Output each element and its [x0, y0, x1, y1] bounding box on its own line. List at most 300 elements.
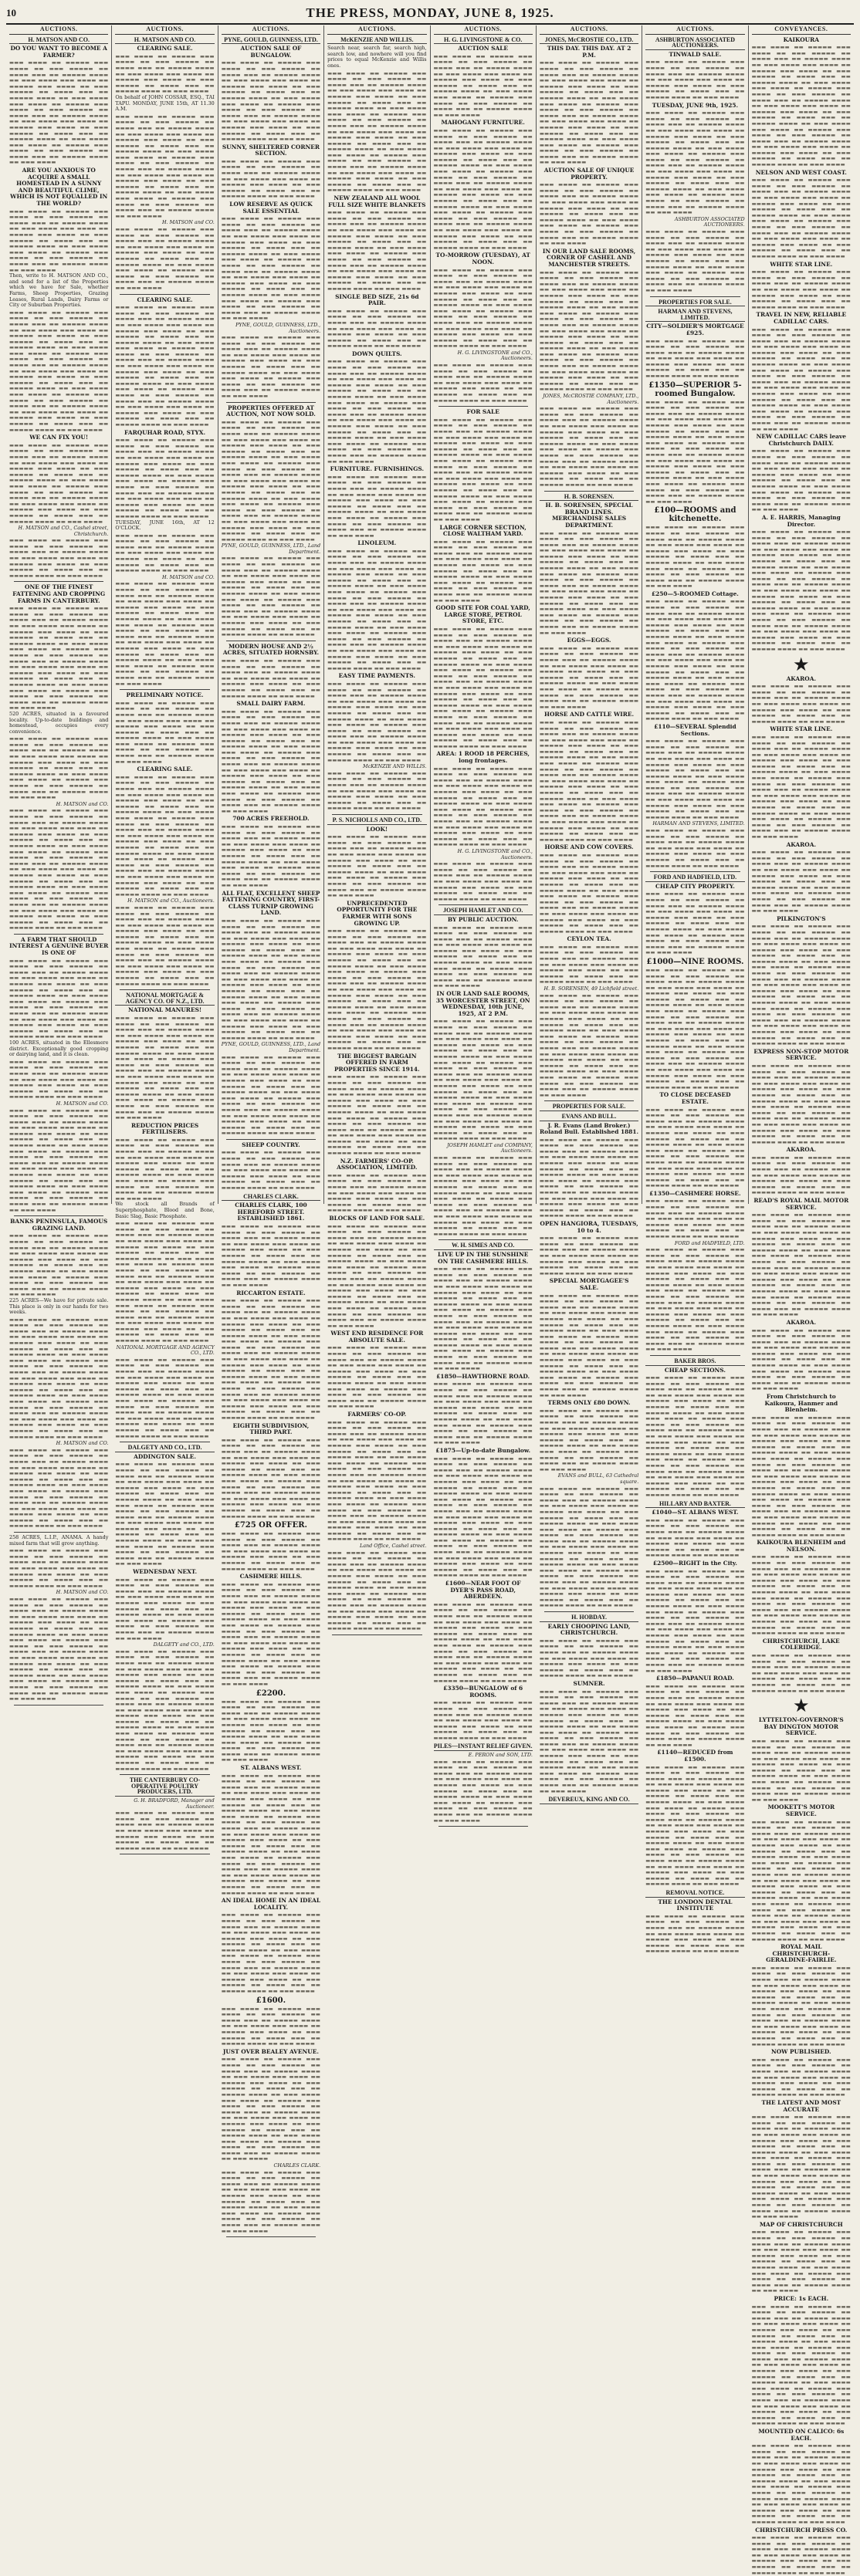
illegible-small-print: ▬▬▬ ▬▬▬▬ ▬▬ ▬▬▬▬▬ ▬▬▬ ▬▬▬▬ ▬▬ ▬▬▬ ▬▬▬▬▬ ▬▬ ▬▬▬▬ ▬▬▬ ▬▬ ▬▬▬▬▬ ▬▬▬▬ ▬▬ ▬▬▬ ▬▬▬▬ ▬▬▬ ▬▬▬▬ ▬▬ ▬▬▬▬▬ ▬▬▬ ▬▬▬▬ ▬▬ ▬▬▬ ▬▬▬▬▬ ▬▬ ▬▬▬▬ ▬▬▬ ▬▬ ▬▬▬▬▬ ▬▬▬▬ ▬▬ ▬▬▬ ▬▬▬▬ ▬▬▬ ▬▬▬▬ ▬▬ ▬▬▬▬▬ ▬▬▬ ▬▬▬▬ ▬▬ ▬▬▬ ▬▬▬▬▬ ▬▬ ▬▬▬▬ ▬▬▬ ▬▬ ▬▬▬▬▬ ▬▬▬▬ ▬▬ ▬▬▬ ▬▬▬▬ ▬▬▬ ▬▬▬▬ ▬▬ ▬▬▬▬▬ ▬▬▬ ▬▬▬▬ ▬▬ ▬▬▬ ▬▬▬▬▬ ▬▬ ▬▬▬▬ ▬▬▬ ▬▬ ▬▬▬▬▬ ▬▬▬▬ ▬▬ ▬▬▬ ▬▬▬▬	[221, 1053, 321, 1137]
ad-signature: H. B. SORENSEN, 49 Lichfield street.	[543, 985, 639, 992]
ad-headline: WHITE STAR LINE.	[770, 725, 833, 733]
illegible-small-print: ▬▬▬ ▬▬▬▬ ▬▬ ▬▬▬▬▬ ▬▬▬ ▬▬▬▬ ▬▬ ▬▬▬ ▬▬▬▬▬ ▬▬ ▬▬▬▬ ▬▬▬ ▬▬ ▬▬▬▬▬ ▬▬▬▬ ▬▬ ▬▬▬ ▬▬▬▬ ▬▬▬ ▬▬▬▬ ▬▬ ▬▬▬▬▬ ▬▬▬ ▬▬▬▬ ▬▬ ▬▬▬ ▬▬▬▬▬ ▬▬ ▬▬▬▬ ▬▬▬ ▬▬ ▬▬▬▬▬ ▬▬▬▬ ▬▬ ▬▬▬ ▬▬▬▬ ▬▬▬ ▬▬▬▬ ▬▬ ▬▬▬▬▬ ▬▬▬ ▬▬▬▬ ▬▬ ▬▬▬ ▬▬▬▬▬ ▬▬ ▬▬▬▬ ▬▬▬ ▬▬ ▬▬▬▬▬ ▬▬▬▬ ▬▬ ▬▬▬ ▬▬▬▬	[433, 52, 533, 118]
illegible-small-print: ▬▬▬ ▬▬▬▬ ▬▬ ▬▬▬▬▬ ▬▬▬ ▬▬▬▬ ▬▬ ▬▬▬ ▬▬▬▬▬ ▬▬ ▬▬▬▬ ▬▬▬ ▬▬ ▬▬▬▬▬ ▬▬▬▬ ▬▬ ▬▬▬ ▬▬▬▬ ▬▬▬ ▬▬▬▬ ▬▬ ▬▬▬▬▬ ▬▬▬ ▬▬▬▬ ▬▬ ▬▬▬ ▬▬▬▬▬ ▬▬ ▬▬▬▬ ▬▬▬ ▬▬ ▬▬▬▬▬ ▬▬▬▬ ▬▬ ▬▬▬ ▬▬▬▬ ▬▬▬ ▬▬▬▬ ▬▬ ▬▬▬▬▬ ▬▬▬ ▬▬▬▬ ▬▬ ▬▬▬ ▬▬▬▬▬ ▬▬ ▬▬▬▬ ▬▬▬ ▬▬ ▬▬▬▬▬ ▬▬▬▬ ▬▬ ▬▬▬ ▬▬▬▬ ▬▬▬ ▬▬▬▬ ▬▬ ▬▬▬▬▬ ▬▬▬ ▬▬▬▬ ▬▬ ▬▬▬ ▬▬▬▬▬ ▬▬ ▬▬▬▬ ▬▬▬ ▬▬ ▬▬▬▬▬ ▬▬▬▬ ▬▬ ▬▬▬ ▬▬▬▬ ▬▬▬ ▬▬▬▬ ▬▬ ▬▬▬▬▬ ▬▬▬ ▬▬▬▬ ▬▬ ▬▬▬ ▬▬▬▬▬ ▬▬ ▬▬▬▬ ▬▬▬ ▬▬ ▬▬▬▬▬ ▬▬▬▬ ▬▬ ▬▬▬ ▬▬▬▬ ▬▬▬ ▬▬▬▬ ▬▬ ▬▬▬▬▬ ▬▬▬ ▬▬▬▬ ▬▬ ▬▬▬ ▬▬▬▬▬ ▬▬ ▬▬▬▬ ▬▬▬ ▬▬ ▬▬▬▬▬ ▬▬▬▬ ▬▬ ▬▬▬ ▬▬▬▬	[115, 304, 215, 428]
illegible-small-print: ▬▬▬ ▬▬▬▬ ▬▬ ▬▬▬▬▬ ▬▬▬ ▬▬▬▬ ▬▬ ▬▬▬ ▬▬▬▬▬ ▬▬ ▬▬▬▬ ▬▬▬ ▬▬ ▬▬▬▬▬ ▬▬▬▬ ▬▬ ▬▬▬ ▬▬▬▬ ▬▬▬ ▬▬▬▬ ▬▬ ▬▬▬▬▬ ▬▬▬ ▬▬▬▬ ▬▬ ▬▬▬ ▬▬▬▬▬ ▬▬ ▬▬▬▬ ▬▬▬ ▬▬ ▬▬▬▬▬ ▬▬▬▬ ▬▬ ▬▬▬ ▬▬▬▬ ▬▬▬ ▬▬▬▬ ▬▬ ▬▬▬▬▬ ▬▬▬ ▬▬▬▬ ▬▬ ▬▬▬ ▬▬▬▬▬ ▬▬ ▬▬▬▬ ▬▬▬ ▬▬ ▬▬▬▬▬ ▬▬▬▬ ▬▬ ▬▬▬ ▬▬▬▬	[327, 473, 427, 539]
column-header: CONVEYANCES.	[752, 25, 851, 35]
advertiser-heading: DEVEREUX, KING AND CO.	[540, 1797, 638, 1804]
ad-divider	[438, 1239, 528, 1240]
ad-signature: H. MATSON and CO.	[56, 1589, 109, 1596]
ad-headline: AREA: 1 ROOD 18 PERCHES, long frontages.	[436, 750, 530, 765]
illegible-small-print: ▬▬▬ ▬▬▬▬ ▬▬ ▬▬▬▬▬ ▬▬▬ ▬▬▬▬ ▬▬ ▬▬▬ ▬▬▬▬▬ ▬▬ ▬▬▬▬ ▬▬▬ ▬▬ ▬▬▬▬▬ ▬▬▬▬ ▬▬ ▬▬▬ ▬▬▬▬ ▬▬▬ ▬▬▬▬ ▬▬ ▬▬▬▬▬ ▬▬▬ ▬▬▬▬ ▬▬ ▬▬▬ ▬▬▬▬▬ ▬▬ ▬▬▬▬ ▬▬▬ ▬▬ ▬▬▬▬▬ ▬▬▬▬ ▬▬ ▬▬▬ ▬▬▬▬ ▬▬▬ ▬▬▬▬ ▬▬ ▬▬▬▬▬ ▬▬▬ ▬▬▬▬ ▬▬ ▬▬▬ ▬▬▬▬▬ ▬▬ ▬▬▬▬ ▬▬▬ ▬▬ ▬▬▬▬▬ ▬▬▬▬ ▬▬ ▬▬▬ ▬▬▬▬ ▬▬▬ ▬▬▬▬ ▬▬ ▬▬▬▬▬ ▬▬▬ ▬▬▬▬ ▬▬ ▬▬▬ ▬▬▬▬▬ ▬▬ ▬▬▬▬ ▬▬▬ ▬▬ ▬▬▬▬▬ ▬▬▬▬ ▬▬ ▬▬▬ ▬▬▬▬	[9, 441, 109, 525]
ad-signature: NATIONAL MORTGAGE AND AGENCY CO., LTD.	[116, 1344, 215, 1357]
illegible-small-print: ▬▬▬ ▬▬▬▬ ▬▬ ▬▬▬▬▬ ▬▬▬ ▬▬▬▬ ▬▬ ▬▬▬ ▬▬▬▬▬ ▬▬ ▬▬▬▬ ▬▬▬ ▬▬ ▬▬▬▬▬ ▬▬▬▬ ▬▬ ▬▬▬ ▬▬▬▬ ▬▬▬ ▬▬▬▬ ▬▬ ▬▬▬▬▬ ▬▬▬ ▬▬▬▬ ▬▬ ▬▬▬ ▬▬▬▬▬ ▬▬ ▬▬▬▬ ▬▬▬ ▬▬ ▬▬▬▬▬ ▬▬▬▬ ▬▬ ▬▬▬ ▬▬▬▬ ▬▬▬ ▬▬▬▬ ▬▬ ▬▬▬▬▬ ▬▬▬ ▬▬▬▬ ▬▬ ▬▬▬ ▬▬▬▬▬ ▬▬ ▬▬▬▬ ▬▬▬ ▬▬ ▬▬▬▬▬ ▬▬▬▬ ▬▬ ▬▬▬ ▬▬▬▬	[433, 1758, 533, 1824]
ad-divider	[14, 581, 103, 582]
illegible-small-print: ▬▬▬ ▬▬▬▬ ▬▬ ▬▬▬▬▬ ▬▬▬ ▬▬▬▬ ▬▬ ▬▬▬ ▬▬▬▬▬ ▬▬ ▬▬▬▬ ▬▬▬ ▬▬ ▬▬▬▬▬ ▬▬▬▬ ▬▬ ▬▬▬ ▬▬▬▬ ▬▬▬ ▬▬▬▬ ▬▬ ▬▬▬▬▬ ▬▬▬ ▬▬▬▬ ▬▬ ▬▬▬ ▬▬▬▬▬ ▬▬ ▬▬▬▬ ▬▬▬ ▬▬ ▬▬▬▬▬ ▬▬▬▬ ▬▬ ▬▬▬ ▬▬▬▬	[433, 860, 533, 902]
illegible-small-print: ▬▬▬ ▬▬▬▬ ▬▬ ▬▬▬▬▬ ▬▬▬ ▬▬▬▬ ▬▬ ▬▬▬ ▬▬▬▬▬ ▬▬ ▬▬▬▬ ▬▬▬ ▬▬ ▬▬▬▬▬ ▬▬▬▬ ▬▬ ▬▬▬ ▬▬▬▬ ▬▬▬ ▬▬▬▬ ▬▬ ▬▬▬▬▬ ▬▬▬ ▬▬▬▬ ▬▬ ▬▬▬ ▬▬▬▬▬ ▬▬ ▬▬▬▬ ▬▬▬ ▬▬ ▬▬▬▬▬ ▬▬▬▬ ▬▬ ▬▬▬ ▬▬▬▬ ▬▬▬ ▬▬▬▬ ▬▬ ▬▬▬▬▬ ▬▬▬ ▬▬▬▬ ▬▬ ▬▬▬ ▬▬▬▬▬ ▬▬ ▬▬▬▬ ▬▬▬ ▬▬ ▬▬▬▬▬ ▬▬▬▬ ▬▬ ▬▬▬ ▬▬▬▬ ▬▬▬ ▬▬▬▬ ▬▬ ▬▬▬▬▬ ▬▬▬ ▬▬▬▬ ▬▬ ▬▬▬ ▬▬▬▬▬ ▬▬ ▬▬▬▬ ▬▬▬ ▬▬ ▬▬▬▬▬ ▬▬▬▬ ▬▬ ▬▬▬ ▬▬▬▬	[751, 1062, 851, 1145]
illegible-small-print: ▬▬▬ ▬▬▬▬ ▬▬ ▬▬▬▬▬ ▬▬▬ ▬▬▬▬ ▬▬ ▬▬▬ ▬▬▬▬▬ ▬▬ ▬▬▬▬ ▬▬▬ ▬▬ ▬▬▬▬▬ ▬▬▬▬ ▬▬ ▬▬▬ ▬▬▬▬ ▬▬▬ ▬▬▬▬ ▬▬ ▬▬▬▬▬ ▬▬▬ ▬▬▬▬ ▬▬ ▬▬▬ ▬▬▬▬▬ ▬▬ ▬▬▬▬ ▬▬▬ ▬▬ ▬▬▬▬▬ ▬▬▬▬ ▬▬ ▬▬▬ ▬▬▬▬ ▬▬▬ ▬▬▬▬ ▬▬ ▬▬▬▬▬ ▬▬▬ ▬▬▬▬ ▬▬ ▬▬▬ ▬▬▬▬▬ ▬▬ ▬▬▬▬ ▬▬▬ ▬▬ ▬▬▬▬▬ ▬▬▬▬ ▬▬ ▬▬▬ ▬▬▬▬	[751, 2229, 851, 2294]
ad-divider	[120, 989, 209, 990]
ad-headline: £725 OR OFFER.	[234, 1521, 307, 1530]
ad-headline: EARLY CHOOPING LAND, CHRISTCHURCH.	[547, 1622, 631, 1637]
illegible-small-print: ▬▬▬ ▬▬▬▬ ▬▬ ▬▬▬▬▬ ▬▬▬ ▬▬▬▬ ▬▬ ▬▬▬ ▬▬▬▬▬ ▬▬ ▬▬▬▬ ▬▬▬ ▬▬ ▬▬▬▬▬ ▬▬▬▬ ▬▬ ▬▬▬ ▬▬▬▬ ▬▬▬ ▬▬▬▬ ▬▬ ▬▬▬▬▬ ▬▬▬ ▬▬▬▬ ▬▬ ▬▬▬ ▬▬▬▬▬ ▬▬ ▬▬▬▬ ▬▬▬ ▬▬ ▬▬▬▬▬ ▬▬▬▬ ▬▬ ▬▬▬ ▬▬▬▬ ▬▬▬ ▬▬▬▬ ▬▬ ▬▬▬▬▬ ▬▬▬ ▬▬▬▬ ▬▬ ▬▬▬ ▬▬▬▬▬ ▬▬ ▬▬▬▬ ▬▬▬ ▬▬ ▬▬▬▬▬ ▬▬▬▬ ▬▬ ▬▬▬ ▬▬▬▬ ▬▬▬ ▬▬▬▬ ▬▬ ▬▬▬▬▬ ▬▬▬ ▬▬▬▬ ▬▬ ▬▬▬ ▬▬▬▬▬ ▬▬ ▬▬▬▬ ▬▬▬ ▬▬ ▬▬▬▬▬ ▬▬▬▬ ▬▬ ▬▬▬ ▬▬▬▬	[221, 1436, 321, 1520]
ad-headline: CITY—SOLDIER'S MORTGAGE £925.	[646, 323, 744, 336]
ad-signature: E. PERON and SON, LTD.	[468, 1752, 533, 1759]
illegible-small-print: ▬▬▬ ▬▬▬▬ ▬▬ ▬▬▬▬▬ ▬▬▬ ▬▬▬▬ ▬▬ ▬▬▬ ▬▬▬▬▬ ▬▬ ▬▬▬▬ ▬▬▬ ▬▬ ▬▬▬▬▬ ▬▬▬▬ ▬▬ ▬▬▬ ▬▬▬▬ ▬▬▬ ▬▬▬▬ ▬▬ ▬▬▬▬▬ ▬▬▬ ▬▬▬▬ ▬▬ ▬▬▬ ▬▬▬▬▬ ▬▬ ▬▬▬▬ ▬▬▬ ▬▬ ▬▬▬▬▬ ▬▬▬▬ ▬▬ ▬▬▬ ▬▬▬▬	[9, 537, 109, 579]
illegible-small-print: ▬▬▬ ▬▬▬▬ ▬▬ ▬▬▬▬▬ ▬▬▬ ▬▬▬▬ ▬▬ ▬▬▬ ▬▬▬▬▬ ▬▬ ▬▬▬▬ ▬▬▬ ▬▬ ▬▬▬▬▬ ▬▬▬▬ ▬▬ ▬▬▬ ▬▬▬▬ ▬▬▬ ▬▬▬▬ ▬▬ ▬▬▬▬▬ ▬▬▬ ▬▬▬▬ ▬▬ ▬▬▬ ▬▬▬▬▬ ▬▬ ▬▬▬▬ ▬▬▬ ▬▬ ▬▬▬▬▬ ▬▬▬▬ ▬▬ ▬▬▬ ▬▬▬▬ ▬▬▬ ▬▬▬▬ ▬▬ ▬▬▬▬▬ ▬▬▬ ▬▬▬▬ ▬▬ ▬▬▬ ▬▬▬▬▬ ▬▬ ▬▬▬▬ ▬▬▬ ▬▬ ▬▬▬▬▬ ▬▬▬▬ ▬▬ ▬▬▬ ▬▬▬▬ ▬▬▬ ▬▬▬▬ ▬▬ ▬▬▬▬▬ ▬▬▬ ▬▬▬▬ ▬▬ ▬▬▬ ▬▬▬▬▬ ▬▬ ▬▬▬▬ ▬▬▬ ▬▬ ▬▬▬▬▬ ▬▬▬▬ ▬▬ ▬▬▬ ▬▬▬▬ ▬▬▬ ▬▬▬▬ ▬▬ ▬▬▬▬▬ ▬▬▬ ▬▬▬▬ ▬▬ ▬▬▬ ▬▬▬▬▬ ▬▬ ▬▬▬▬ ▬▬▬ ▬▬ ▬▬▬▬▬ ▬▬▬▬ ▬▬ ▬▬▬ ▬▬▬▬ ▬▬▬ ▬▬▬▬ ▬▬ ▬▬▬▬▬ ▬▬▬ ▬▬▬▬ ▬▬ ▬▬▬ ▬▬▬▬▬ ▬▬ ▬▬▬▬ ▬▬▬ ▬▬ ▬▬▬▬▬ ▬▬▬▬ ▬▬ ▬▬▬ ▬▬▬▬	[433, 626, 533, 749]
illegible-small-print: ▬▬▬ ▬▬▬▬ ▬▬ ▬▬▬▬▬ ▬▬▬ ▬▬▬▬ ▬▬ ▬▬▬ ▬▬▬▬▬ ▬▬ ▬▬▬▬ ▬▬▬ ▬▬ ▬▬▬▬▬ ▬▬▬▬ ▬▬ ▬▬▬ ▬▬▬▬ ▬▬▬ ▬▬▬▬ ▬▬ ▬▬▬▬▬ ▬▬▬ ▬▬▬▬ ▬▬ ▬▬▬ ▬▬▬▬▬ ▬▬ ▬▬▬▬ ▬▬▬ ▬▬ ▬▬▬▬▬ ▬▬▬▬ ▬▬ ▬▬▬ ▬▬▬▬ ▬▬▬ ▬▬▬▬ ▬▬ ▬▬▬▬▬ ▬▬▬ ▬▬▬▬ ▬▬ ▬▬▬ ▬▬▬▬▬ ▬▬ ▬▬▬▬ ▬▬▬ ▬▬ ▬▬▬▬▬ ▬▬▬▬ ▬▬ ▬▬▬ ▬▬▬▬ ▬▬▬ ▬▬▬▬ ▬▬ ▬▬▬▬▬ ▬▬▬ ▬▬▬▬ ▬▬ ▬▬▬ ▬▬▬▬▬ ▬▬ ▬▬▬▬ ▬▬▬ ▬▬ ▬▬▬▬▬ ▬▬▬▬ ▬▬ ▬▬▬ ▬▬▬▬	[539, 1136, 639, 1219]
ad-divider	[544, 1100, 634, 1101]
ad-divider	[650, 871, 740, 872]
ad-headline: FARQUHAR ROAD, STYX.	[124, 428, 206, 436]
illegible-small-print: ▬▬▬ ▬▬▬▬ ▬▬ ▬▬▬▬▬ ▬▬▬ ▬▬▬▬ ▬▬ ▬▬▬ ▬▬▬▬▬ ▬▬ ▬▬▬▬ ▬▬▬ ▬▬ ▬▬▬▬▬ ▬▬▬▬ ▬▬ ▬▬▬ ▬▬▬▬ ▬▬▬ ▬▬▬▬ ▬▬ ▬▬▬▬▬ ▬▬▬ ▬▬▬▬ ▬▬ ▬▬▬ ▬▬▬▬▬ ▬▬ ▬▬▬▬ ▬▬▬ ▬▬ ▬▬▬▬▬ ▬▬▬▬ ▬▬ ▬▬▬ ▬▬▬▬ ▬▬▬ ▬▬▬▬ ▬▬ ▬▬▬▬▬ ▬▬▬ ▬▬▬▬ ▬▬ ▬▬▬ ▬▬▬▬▬ ▬▬ ▬▬▬▬ ▬▬▬ ▬▬ ▬▬▬▬▬ ▬▬▬▬ ▬▬ ▬▬▬ ▬▬▬▬ ▬▬▬ ▬▬▬▬ ▬▬ ▬▬▬▬▬ ▬▬▬ ▬▬▬▬ ▬▬ ▬▬▬ ▬▬▬▬▬ ▬▬ ▬▬▬▬ ▬▬▬ ▬▬ ▬▬▬▬▬ ▬▬▬▬ ▬▬ ▬▬▬ ▬▬▬▬	[221, 1912, 321, 1995]
illegible-small-print: ▬▬▬ ▬▬▬▬ ▬▬ ▬▬▬▬▬ ▬▬▬ ▬▬▬▬ ▬▬ ▬▬▬ ▬▬▬▬▬ ▬▬ ▬▬▬▬ ▬▬▬ ▬▬ ▬▬▬▬▬ ▬▬▬▬ ▬▬ ▬▬▬ ▬▬▬▬ ▬▬▬ ▬▬▬▬ ▬▬ ▬▬▬▬▬ ▬▬▬ ▬▬▬▬ ▬▬ ▬▬▬ ▬▬▬▬▬ ▬▬ ▬▬▬▬ ▬▬▬ ▬▬ ▬▬▬▬▬ ▬▬▬▬ ▬▬ ▬▬▬ ▬▬▬▬ ▬▬▬ ▬▬▬▬ ▬▬ ▬▬▬▬▬ ▬▬▬ ▬▬▬▬ ▬▬ ▬▬▬ ▬▬▬▬▬ ▬▬ ▬▬▬▬ ▬▬▬ ▬▬ ▬▬▬▬▬ ▬▬▬▬ ▬▬ ▬▬▬ ▬▬▬▬ ▬▬▬ ▬▬▬▬ ▬▬ ▬▬▬▬▬ ▬▬▬ ▬▬▬▬ ▬▬ ▬▬▬ ▬▬▬▬▬ ▬▬ ▬▬▬▬ ▬▬▬ ▬▬ ▬▬▬▬▬ ▬▬▬▬ ▬▬ ▬▬▬ ▬▬▬▬	[751, 1553, 851, 1637]
ad-divider	[438, 1826, 528, 1827]
advertiser-heading: H. MATSON AND CO.	[115, 37, 214, 45]
advertiser-heading: H. MATSON AND CO.	[9, 37, 108, 45]
advertiser-heading: NATIONAL MORTGAGE & AGENCY CO. OF N.Z., LTD.	[115, 992, 214, 1006]
illegible-small-print: ▬▬▬ ▬▬▬▬ ▬▬ ▬▬▬▬▬ ▬▬▬ ▬▬▬▬ ▬▬ ▬▬▬ ▬▬▬▬▬ ▬▬ ▬▬▬▬ ▬▬▬ ▬▬ ▬▬▬▬▬ ▬▬▬▬ ▬▬ ▬▬▬ ▬▬▬▬ ▬▬▬ ▬▬▬▬ ▬▬ ▬▬▬▬▬ ▬▬▬ ▬▬▬▬ ▬▬ ▬▬▬ ▬▬▬▬▬ ▬▬ ▬▬▬▬ ▬▬▬ ▬▬ ▬▬▬▬▬ ▬▬▬▬ ▬▬ ▬▬▬ ▬▬▬▬ ▬▬▬ ▬▬▬▬ ▬▬ ▬▬▬▬▬ ▬▬▬ ▬▬▬▬ ▬▬ ▬▬▬ ▬▬▬▬▬ ▬▬ ▬▬▬▬ ▬▬▬ ▬▬ ▬▬▬▬▬ ▬▬▬▬ ▬▬ ▬▬▬ ▬▬▬▬ ▬▬▬ ▬▬▬▬ ▬▬ ▬▬▬▬▬ ▬▬▬ ▬▬▬▬ ▬▬ ▬▬▬ ▬▬▬▬▬ ▬▬ ▬▬▬▬ ▬▬▬ ▬▬ ▬▬▬▬▬ ▬▬▬▬ ▬▬ ▬▬▬ ▬▬▬▬ ▬▬▬ ▬▬▬▬ ▬▬ ▬▬▬▬▬ ▬▬▬ ▬▬▬▬ ▬▬ ▬▬▬ ▬▬▬▬▬ ▬▬ ▬▬▬▬ ▬▬▬ ▬▬ ▬▬▬▬▬ ▬▬▬▬ ▬▬ ▬▬▬ ▬▬▬▬ ▬▬▬ ▬▬▬▬ ▬▬ ▬▬▬▬▬ ▬▬▬ ▬▬▬▬ ▬▬ ▬▬▬ ▬▬▬▬▬ ▬▬ ▬▬▬▬ ▬▬▬ ▬▬ ▬▬▬▬▬ ▬▬▬▬ ▬▬ ▬▬▬ ▬▬▬▬	[221, 418, 321, 543]
ad-body-text: 258 ACRES, L.I.P., ANAMA. A handy mixed farm that will grow anything.	[9, 1534, 109, 1547]
ad-headline: £1140—REDUCED from £1500.	[657, 1749, 733, 1763]
illegible-small-print: ▬▬▬ ▬▬▬▬ ▬▬ ▬▬▬▬▬ ▬▬▬ ▬▬▬▬ ▬▬ ▬▬▬ ▬▬▬▬▬ ▬▬ ▬▬▬▬ ▬▬▬ ▬▬ ▬▬▬▬▬ ▬▬▬▬ ▬▬ ▬▬▬ ▬▬▬▬ ▬▬▬ ▬▬▬▬ ▬▬ ▬▬▬▬▬ ▬▬▬ ▬▬▬▬ ▬▬ ▬▬▬ ▬▬▬▬▬ ▬▬ ▬▬▬▬ ▬▬▬ ▬▬ ▬▬▬▬▬ ▬▬▬▬ ▬▬ ▬▬▬ ▬▬▬▬ ▬▬▬ ▬▬▬▬ ▬▬ ▬▬▬▬▬ ▬▬▬ ▬▬▬▬ ▬▬ ▬▬▬ ▬▬▬▬▬ ▬▬ ▬▬▬▬ ▬▬▬ ▬▬ ▬▬▬▬▬ ▬▬▬▬ ▬▬ ▬▬▬ ▬▬▬▬	[9, 1232, 109, 1298]
illegible-small-print: ▬▬▬ ▬▬▬▬ ▬▬ ▬▬▬▬▬ ▬▬▬ ▬▬▬▬ ▬▬ ▬▬▬ ▬▬▬▬▬ ▬▬ ▬▬▬▬ ▬▬▬ ▬▬ ▬▬▬▬▬ ▬▬▬▬ ▬▬ ▬▬▬ ▬▬▬▬ ▬▬▬ ▬▬▬▬ ▬▬ ▬▬▬▬▬ ▬▬▬ ▬▬▬▬ ▬▬ ▬▬▬ ▬▬▬▬▬ ▬▬ ▬▬▬▬ ▬▬▬ ▬▬ ▬▬▬▬▬ ▬▬▬▬ ▬▬ ▬▬▬ ▬▬▬▬ ▬▬▬ ▬▬▬▬ ▬▬ ▬▬▬▬▬ ▬▬▬ ▬▬▬▬ ▬▬ ▬▬▬ ▬▬▬▬▬ ▬▬ ▬▬▬▬ ▬▬▬ ▬▬ ▬▬▬▬▬ ▬▬▬▬ ▬▬ ▬▬▬ ▬▬▬▬ ▬▬▬ ▬▬▬▬ ▬▬ ▬▬▬▬▬ ▬▬▬ ▬▬▬▬ ▬▬ ▬▬▬ ▬▬▬▬▬ ▬▬ ▬▬▬▬ ▬▬▬ ▬▬ ▬▬▬▬▬ ▬▬▬▬ ▬▬ ▬▬▬ ▬▬▬▬ ▬▬▬ ▬▬▬▬ ▬▬ ▬▬▬▬▬ ▬▬▬ ▬▬▬▬ ▬▬ ▬▬▬ ▬▬▬▬▬ ▬▬ ▬▬▬▬ ▬▬▬ ▬▬ ▬▬▬▬▬ ▬▬▬▬ ▬▬ ▬▬▬ ▬▬▬▬	[539, 59, 639, 166]
illegible-small-print: ▬▬▬ ▬▬▬▬ ▬▬ ▬▬▬▬▬ ▬▬▬ ▬▬▬▬ ▬▬ ▬▬▬ ▬▬▬▬▬ ▬▬ ▬▬▬▬ ▬▬▬ ▬▬ ▬▬▬▬▬ ▬▬▬▬ ▬▬ ▬▬▬ ▬▬▬▬ ▬▬▬ ▬▬▬▬ ▬▬ ▬▬▬▬▬ ▬▬▬ ▬▬▬▬ ▬▬ ▬▬▬ ▬▬▬▬▬ ▬▬ ▬▬▬▬ ▬▬▬ ▬▬ ▬▬▬▬▬ ▬▬▬▬ ▬▬ ▬▬▬ ▬▬▬▬ ▬▬▬ ▬▬▬▬ ▬▬ ▬▬▬▬▬ ▬▬▬ ▬▬▬▬ ▬▬ ▬▬▬ ▬▬▬▬▬ ▬▬ ▬▬▬▬ ▬▬▬ ▬▬ ▬▬▬▬▬ ▬▬▬▬ ▬▬ ▬▬▬ ▬▬▬▬	[9, 208, 109, 273]
ad-signature: G. H. BRADFORD, Manager and Auctioneer.	[134, 1797, 215, 1810]
ad-divider	[438, 406, 528, 407]
illegible-small-print: ▬▬▬ ▬▬▬▬ ▬▬ ▬▬▬▬▬ ▬▬▬ ▬▬▬▬ ▬▬ ▬▬▬ ▬▬▬▬▬ ▬▬ ▬▬▬▬ ▬▬▬ ▬▬ ▬▬▬▬▬ ▬▬▬▬ ▬▬ ▬▬▬ ▬▬▬▬ ▬▬▬ ▬▬▬▬ ▬▬ ▬▬▬▬▬ ▬▬▬ ▬▬▬▬ ▬▬ ▬▬▬ ▬▬▬▬▬ ▬▬ ▬▬▬▬ ▬▬▬ ▬▬ ▬▬▬▬▬ ▬▬▬▬ ▬▬ ▬▬▬ ▬▬▬▬ ▬▬▬ ▬▬▬▬ ▬▬ ▬▬▬▬▬ ▬▬▬ ▬▬▬▬ ▬▬ ▬▬▬ ▬▬▬▬▬ ▬▬ ▬▬▬▬ ▬▬▬ ▬▬ ▬▬▬▬▬ ▬▬▬▬ ▬▬ ▬▬▬ ▬▬▬▬ ▬▬▬ ▬▬▬▬ ▬▬ ▬▬▬▬▬ ▬▬▬ ▬▬▬▬ ▬▬ ▬▬▬ ▬▬▬▬▬ ▬▬ ▬▬▬▬ ▬▬▬ ▬▬ ▬▬▬▬▬ ▬▬▬▬ ▬▬ ▬▬▬ ▬▬▬▬ ▬▬▬ ▬▬▬▬ ▬▬ ▬▬▬▬▬ ▬▬▬ ▬▬▬▬ ▬▬ ▬▬▬ ▬▬▬▬▬ ▬▬ ▬▬▬▬ ▬▬▬ ▬▬ ▬▬▬▬▬ ▬▬▬▬ ▬▬ ▬▬▬ ▬▬▬▬ ▬▬▬ ▬▬▬▬ ▬▬ ▬▬▬▬▬ ▬▬▬ ▬▬▬▬ ▬▬ ▬▬▬ ▬▬▬▬▬ ▬▬ ▬▬▬▬ ▬▬▬ ▬▬ ▬▬▬▬▬ ▬▬▬▬ ▬▬ ▬▬▬ ▬▬▬▬	[751, 44, 851, 168]
illegible-small-print: ▬▬▬ ▬▬▬▬ ▬▬ ▬▬▬▬▬ ▬▬▬ ▬▬▬▬ ▬▬ ▬▬▬ ▬▬▬▬▬ ▬▬ ▬▬▬▬ ▬▬▬ ▬▬ ▬▬▬▬▬ ▬▬▬▬ ▬▬ ▬▬▬ ▬▬▬▬ ▬▬▬ ▬▬▬▬ ▬▬ ▬▬▬▬▬ ▬▬▬ ▬▬▬▬ ▬▬ ▬▬▬ ▬▬▬▬▬ ▬▬ ▬▬▬▬ ▬▬▬ ▬▬ ▬▬▬▬▬ ▬▬▬▬ ▬▬ ▬▬▬ ▬▬▬▬ ▬▬▬ ▬▬▬▬ ▬▬ ▬▬▬▬▬ ▬▬▬ ▬▬▬▬ ▬▬ ▬▬▬ ▬▬▬▬▬ ▬▬ ▬▬▬▬ ▬▬▬ ▬▬ ▬▬▬▬▬ ▬▬▬▬ ▬▬ ▬▬▬ ▬▬▬▬	[539, 644, 639, 710]
page-number: 10	[6, 7, 16, 19]
illegible-small-print: ▬▬▬ ▬▬▬▬ ▬▬ ▬▬▬▬▬ ▬▬▬ ▬▬▬▬ ▬▬ ▬▬▬ ▬▬▬▬▬ ▬▬ ▬▬▬▬ ▬▬▬ ▬▬ ▬▬▬▬▬ ▬▬▬▬ ▬▬ ▬▬▬ ▬▬▬▬ ▬▬▬ ▬▬▬▬ ▬▬ ▬▬▬▬▬ ▬▬▬ ▬▬▬▬ ▬▬ ▬▬▬ ▬▬▬▬▬ ▬▬ ▬▬▬▬ ▬▬▬ ▬▬ ▬▬▬▬▬ ▬▬▬▬ ▬▬ ▬▬▬ ▬▬▬▬ ▬▬▬ ▬▬▬▬ ▬▬ ▬▬▬▬▬ ▬▬▬ ▬▬▬▬ ▬▬ ▬▬▬ ▬▬▬▬▬ ▬▬ ▬▬▬▬ ▬▬▬ ▬▬ ▬▬▬▬▬ ▬▬▬▬ ▬▬ ▬▬▬ ▬▬▬▬ ▬▬▬ ▬▬▬▬ ▬▬ ▬▬▬▬▬ ▬▬▬ ▬▬▬▬ ▬▬ ▬▬▬ ▬▬▬▬▬ ▬▬ ▬▬▬▬ ▬▬▬ ▬▬ ▬▬▬▬▬ ▬▬▬▬ ▬▬ ▬▬▬ ▬▬▬▬	[433, 1154, 533, 1237]
illegible-small-print: ▬▬▬ ▬▬▬▬ ▬▬ ▬▬▬▬▬ ▬▬▬ ▬▬▬▬ ▬▬ ▬▬▬ ▬▬▬▬▬ ▬▬ ▬▬▬▬ ▬▬▬ ▬▬ ▬▬▬▬▬ ▬▬▬▬ ▬▬ ▬▬▬ ▬▬▬▬ ▬▬▬ ▬▬▬▬ ▬▬ ▬▬▬▬▬ ▬▬▬ ▬▬▬▬ ▬▬ ▬▬▬ ▬▬▬▬▬ ▬▬ ▬▬▬▬ ▬▬▬ ▬▬ ▬▬▬▬▬ ▬▬▬▬ ▬▬ ▬▬▬ ▬▬▬▬ ▬▬▬ ▬▬▬▬ ▬▬ ▬▬▬▬▬ ▬▬▬ ▬▬▬▬ ▬▬ ▬▬▬ ▬▬▬▬▬ ▬▬ ▬▬▬▬ ▬▬▬ ▬▬ ▬▬▬▬▬ ▬▬▬▬ ▬▬ ▬▬▬ ▬▬▬▬ ▬▬▬ ▬▬▬▬ ▬▬ ▬▬▬▬▬ ▬▬▬ ▬▬▬▬ ▬▬ ▬▬▬ ▬▬▬▬▬ ▬▬ ▬▬▬▬ ▬▬▬ ▬▬ ▬▬▬▬▬ ▬▬▬▬ ▬▬ ▬▬▬ ▬▬▬▬ ▬▬▬ ▬▬▬▬ ▬▬ ▬▬▬▬▬ ▬▬▬ ▬▬▬▬ ▬▬ ▬▬▬ ▬▬▬▬▬ ▬▬ ▬▬▬▬ ▬▬▬ ▬▬ ▬▬▬▬▬ ▬▬▬▬ ▬▬ ▬▬▬ ▬▬▬▬	[539, 992, 639, 1098]
ad-headline: CHRISTCHURCH, LAKE COLERIDGE.	[762, 1637, 840, 1651]
ad-divider	[14, 1532, 103, 1533]
illegible-small-print: ▬▬▬ ▬▬▬▬ ▬▬ ▬▬▬▬▬ ▬▬▬ ▬▬▬▬ ▬▬ ▬▬▬ ▬▬▬▬▬ ▬▬ ▬▬▬▬ ▬▬▬ ▬▬ ▬▬▬▬▬ ▬▬▬▬ ▬▬ ▬▬▬ ▬▬▬▬ ▬▬▬ ▬▬▬▬ ▬▬ ▬▬▬▬▬ ▬▬▬ ▬▬▬▬ ▬▬ ▬▬▬ ▬▬▬▬▬ ▬▬ ▬▬▬▬ ▬▬▬ ▬▬ ▬▬▬▬▬ ▬▬▬▬ ▬▬ ▬▬▬ ▬▬▬▬	[539, 943, 639, 985]
illegible-small-print: ▬▬▬ ▬▬▬▬ ▬▬ ▬▬▬▬▬ ▬▬▬ ▬▬▬▬ ▬▬ ▬▬▬ ▬▬▬▬▬ ▬▬ ▬▬▬▬ ▬▬▬ ▬▬ ▬▬▬▬▬ ▬▬▬▬ ▬▬ ▬▬▬ ▬▬▬▬ ▬▬▬ ▬▬▬▬ ▬▬ ▬▬▬▬▬ ▬▬▬ ▬▬▬▬ ▬▬ ▬▬▬ ▬▬▬▬▬ ▬▬ ▬▬▬▬ ▬▬▬ ▬▬ ▬▬▬▬▬ ▬▬▬▬ ▬▬ ▬▬▬ ▬▬▬▬ ▬▬▬ ▬▬▬▬ ▬▬ ▬▬▬▬▬ ▬▬▬ ▬▬▬▬ ▬▬ ▬▬▬ ▬▬▬▬▬ ▬▬ ▬▬▬▬ ▬▬▬ ▬▬ ▬▬▬▬▬ ▬▬▬▬ ▬▬ ▬▬▬ ▬▬▬▬ ▬▬▬ ▬▬▬▬ ▬▬ ▬▬▬▬▬ ▬▬▬ ▬▬▬▬ ▬▬ ▬▬▬ ▬▬▬▬▬ ▬▬ ▬▬▬▬ ▬▬▬ ▬▬ ▬▬▬▬▬ ▬▬▬▬ ▬▬ ▬▬▬ ▬▬▬▬ ▬▬▬ ▬▬▬▬ ▬▬ ▬▬▬▬▬ ▬▬▬ ▬▬▬▬ ▬▬ ▬▬▬ ▬▬▬▬▬ ▬▬ ▬▬▬▬ ▬▬▬ ▬▬ ▬▬▬▬▬ ▬▬▬▬ ▬▬ ▬▬▬ ▬▬▬▬ ▬▬▬ ▬▬▬▬ ▬▬ ▬▬▬▬▬ ▬▬▬ ▬▬▬▬ ▬▬ ▬▬▬ ▬▬▬▬▬ ▬▬ ▬▬▬▬ ▬▬▬ ▬▬ ▬▬▬▬▬ ▬▬▬▬ ▬▬ ▬▬▬ ▬▬▬▬	[751, 2303, 851, 2427]
ad-signature: EVANS and BULL, 63 Cathedral square.	[557, 1472, 639, 1485]
ad-headline: CHEAP SECTIONS.	[664, 1366, 726, 1374]
ad-signature: H. G. LIVINGSTONE and CO., Auctioneers.	[457, 349, 533, 362]
illegible-small-print: ▬▬▬ ▬▬▬▬ ▬▬ ▬▬▬▬▬ ▬▬▬ ▬▬▬▬ ▬▬ ▬▬▬ ▬▬▬▬▬ ▬▬ ▬▬▬▬ ▬▬▬ ▬▬ ▬▬▬▬▬ ▬▬▬▬ ▬▬ ▬▬▬ ▬▬▬▬ ▬▬▬ ▬▬▬▬ ▬▬ ▬▬▬▬▬ ▬▬▬ ▬▬▬▬ ▬▬ ▬▬▬ ▬▬▬▬▬ ▬▬ ▬▬▬▬ ▬▬▬ ▬▬ ▬▬▬▬▬ ▬▬▬▬ ▬▬ ▬▬▬ ▬▬▬▬ ▬▬▬ ▬▬▬▬ ▬▬ ▬▬▬▬▬ ▬▬▬ ▬▬▬▬ ▬▬ ▬▬▬ ▬▬▬▬▬ ▬▬ ▬▬▬▬ ▬▬▬ ▬▬ ▬▬▬▬▬ ▬▬▬▬ ▬▬ ▬▬▬ ▬▬▬▬ ▬▬▬ ▬▬▬▬ ▬▬ ▬▬▬▬▬ ▬▬▬ ▬▬▬▬ ▬▬ ▬▬▬ ▬▬▬▬▬ ▬▬ ▬▬▬▬ ▬▬▬ ▬▬ ▬▬▬▬▬ ▬▬▬▬ ▬▬ ▬▬▬ ▬▬▬▬	[115, 1356, 215, 1439]
ad-headline: FURNITURE. FURNISHINGS.	[330, 465, 425, 473]
illegible-small-print: ▬▬▬ ▬▬▬▬ ▬▬ ▬▬▬▬▬ ▬▬▬ ▬▬▬▬ ▬▬ ▬▬▬ ▬▬▬▬▬ ▬▬ ▬▬▬▬ ▬▬▬ ▬▬ ▬▬▬▬▬ ▬▬▬▬ ▬▬ ▬▬▬ ▬▬▬▬ ▬▬▬ ▬▬▬▬ ▬▬ ▬▬▬▬▬ ▬▬▬ ▬▬▬▬ ▬▬ ▬▬▬ ▬▬▬▬▬ ▬▬ ▬▬▬▬ ▬▬▬ ▬▬ ▬▬▬▬▬ ▬▬▬▬ ▬▬ ▬▬▬ ▬▬▬▬ ▬▬▬ ▬▬▬▬ ▬▬ ▬▬▬▬▬ ▬▬▬ ▬▬▬▬ ▬▬ ▬▬▬ ▬▬▬▬▬ ▬▬ ▬▬▬▬ ▬▬▬ ▬▬ ▬▬▬▬▬ ▬▬▬▬ ▬▬ ▬▬▬ ▬▬▬▬ ▬▬▬ ▬▬▬▬ ▬▬ ▬▬▬▬▬ ▬▬▬ ▬▬▬▬ ▬▬ ▬▬▬ ▬▬▬▬▬ ▬▬ ▬▬▬▬ ▬▬▬ ▬▬ ▬▬▬▬▬ ▬▬▬▬ ▬▬ ▬▬▬ ▬▬▬▬	[645, 738, 745, 820]
ad-headline: CHARLES CLARK, 100 HEREFORD STREET. ESTABLISHED 1861.	[235, 1202, 307, 1222]
ad-headline: PRELIMINARY NOTICE.	[126, 691, 204, 699]
ad-headline: BY PUBLIC AUCTION.	[447, 915, 519, 923]
illegible-small-print: ▬▬▬ ▬▬▬▬ ▬▬ ▬▬▬▬▬ ▬▬▬ ▬▬▬▬ ▬▬ ▬▬▬ ▬▬▬▬▬ ▬▬ ▬▬▬▬ ▬▬▬ ▬▬ ▬▬▬▬▬ ▬▬▬▬ ▬▬ ▬▬▬ ▬▬▬▬ ▬▬▬ ▬▬▬▬ ▬▬ ▬▬▬▬▬ ▬▬▬ ▬▬▬▬ ▬▬ ▬▬▬ ▬▬▬▬▬ ▬▬ ▬▬▬▬ ▬▬▬ ▬▬ ▬▬▬▬▬ ▬▬▬▬ ▬▬ ▬▬▬ ▬▬▬▬ ▬▬▬ ▬▬▬▬ ▬▬ ▬▬▬▬▬ ▬▬▬ ▬▬▬▬ ▬▬ ▬▬▬ ▬▬▬▬▬ ▬▬ ▬▬▬▬ ▬▬▬ ▬▬ ▬▬▬▬▬ ▬▬▬▬ ▬▬ ▬▬▬ ▬▬▬▬	[115, 1576, 215, 1641]
illegible-small-print: ▬▬▬ ▬▬▬▬ ▬▬ ▬▬▬▬▬ ▬▬▬ ▬▬▬▬ ▬▬ ▬▬▬ ▬▬▬▬▬ ▬▬ ▬▬▬▬ ▬▬▬ ▬▬ ▬▬▬▬▬ ▬▬▬▬ ▬▬ ▬▬▬ ▬▬▬▬ ▬▬▬ ▬▬▬▬ ▬▬ ▬▬▬▬▬ ▬▬▬ ▬▬▬▬ ▬▬ ▬▬▬ ▬▬▬▬▬ ▬▬ ▬▬▬▬ ▬▬▬ ▬▬ ▬▬▬▬▬ ▬▬▬▬ ▬▬ ▬▬▬ ▬▬▬▬ ▬▬▬ ▬▬▬▬ ▬▬ ▬▬▬▬▬ ▬▬▬ ▬▬▬▬ ▬▬ ▬▬▬ ▬▬▬▬▬ ▬▬ ▬▬▬▬ ▬▬▬ ▬▬ ▬▬▬▬▬ ▬▬▬▬ ▬▬ ▬▬▬ ▬▬▬▬ ▬▬▬ ▬▬▬▬ ▬▬ ▬▬▬▬▬ ▬▬▬ ▬▬▬▬ ▬▬ ▬▬▬ ▬▬▬▬▬ ▬▬ ▬▬▬▬ ▬▬▬ ▬▬ ▬▬▬▬▬ ▬▬▬▬ ▬▬ ▬▬▬ ▬▬▬▬ ▬▬▬ ▬▬▬▬ ▬▬ ▬▬▬▬▬ ▬▬▬ ▬▬▬▬ ▬▬ ▬▬▬ ▬▬▬▬▬ ▬▬ ▬▬▬▬ ▬▬▬ ▬▬ ▬▬▬▬▬ ▬▬▬▬ ▬▬ ▬▬▬ ▬▬▬▬	[115, 1015, 215, 1121]
illegible-small-print: ▬▬▬ ▬▬▬▬ ▬▬ ▬▬▬▬▬ ▬▬▬ ▬▬▬▬ ▬▬ ▬▬▬ ▬▬▬▬▬ ▬▬ ▬▬▬▬ ▬▬▬ ▬▬ ▬▬▬▬▬ ▬▬▬▬ ▬▬ ▬▬▬ ▬▬▬▬ ▬▬▬ ▬▬▬▬ ▬▬ ▬▬▬▬▬ ▬▬▬ ▬▬▬▬ ▬▬ ▬▬▬ ▬▬▬▬▬ ▬▬ ▬▬▬▬ ▬▬▬ ▬▬ ▬▬▬▬▬ ▬▬▬▬ ▬▬ ▬▬▬ ▬▬▬▬ ▬▬▬ ▬▬▬▬ ▬▬ ▬▬▬▬▬ ▬▬▬ ▬▬▬▬ ▬▬ ▬▬▬ ▬▬▬▬▬ ▬▬ ▬▬▬▬ ▬▬▬ ▬▬ ▬▬▬▬▬ ▬▬▬▬ ▬▬ ▬▬▬ ▬▬▬▬ ▬▬▬ ▬▬▬▬ ▬▬ ▬▬▬▬▬ ▬▬▬ ▬▬▬▬ ▬▬ ▬▬▬ ▬▬▬▬▬ ▬▬ ▬▬▬▬ ▬▬▬ ▬▬ ▬▬▬▬▬ ▬▬▬▬ ▬▬ ▬▬▬ ▬▬▬▬	[539, 851, 639, 935]
illegible-small-print: ▬▬▬ ▬▬▬▬ ▬▬ ▬▬▬▬▬ ▬▬▬ ▬▬▬▬ ▬▬ ▬▬▬ ▬▬▬▬▬ ▬▬ ▬▬▬▬ ▬▬▬ ▬▬ ▬▬▬▬▬ ▬▬▬▬ ▬▬ ▬▬▬ ▬▬▬▬ ▬▬▬ ▬▬▬▬ ▬▬ ▬▬▬▬▬ ▬▬▬ ▬▬▬▬ ▬▬ ▬▬▬ ▬▬▬▬▬ ▬▬ ▬▬▬▬ ▬▬▬ ▬▬ ▬▬▬▬▬ ▬▬▬▬ ▬▬ ▬▬▬ ▬▬▬▬ ▬▬▬ ▬▬▬▬ ▬▬ ▬▬▬▬▬ ▬▬▬ ▬▬▬▬ ▬▬ ▬▬▬ ▬▬▬▬▬ ▬▬ ▬▬▬▬ ▬▬▬ ▬▬ ▬▬▬▬▬ ▬▬▬▬ ▬▬ ▬▬▬ ▬▬▬▬ ▬▬▬ ▬▬▬▬ ▬▬ ▬▬▬▬▬ ▬▬▬ ▬▬▬▬ ▬▬ ▬▬▬ ▬▬▬▬▬ ▬▬ ▬▬▬▬ ▬▬▬ ▬▬ ▬▬▬▬▬ ▬▬▬▬ ▬▬ ▬▬▬ ▬▬▬▬	[433, 765, 533, 848]
illegible-small-print: ▬▬▬ ▬▬▬▬ ▬▬ ▬▬▬▬▬ ▬▬▬ ▬▬▬▬ ▬▬ ▬▬▬ ▬▬▬▬▬ ▬▬ ▬▬▬▬ ▬▬▬ ▬▬ ▬▬▬▬▬ ▬▬▬▬ ▬▬ ▬▬▬ ▬▬▬▬ ▬▬▬ ▬▬▬▬ ▬▬ ▬▬▬▬▬ ▬▬▬ ▬▬▬▬ ▬▬ ▬▬▬ ▬▬▬▬▬ ▬▬ ▬▬▬▬ ▬▬▬ ▬▬ ▬▬▬▬▬ ▬▬▬▬ ▬▬ ▬▬▬ ▬▬▬▬ ▬▬▬ ▬▬▬▬ ▬▬ ▬▬▬▬▬ ▬▬▬ ▬▬▬▬ ▬▬ ▬▬▬ ▬▬▬▬▬ ▬▬ ▬▬▬▬ ▬▬▬ ▬▬ ▬▬▬▬▬ ▬▬▬▬ ▬▬ ▬▬▬ ▬▬▬▬	[221, 2169, 321, 2234]
illegible-small-print: ▬▬▬ ▬▬▬▬ ▬▬ ▬▬▬▬▬ ▬▬▬ ▬▬▬▬ ▬▬ ▬▬▬ ▬▬▬▬▬ ▬▬ ▬▬▬▬ ▬▬▬ ▬▬ ▬▬▬▬▬ ▬▬▬▬ ▬▬ ▬▬▬ ▬▬▬▬ ▬▬▬ ▬▬▬▬ ▬▬ ▬▬▬▬▬ ▬▬▬ ▬▬▬▬ ▬▬ ▬▬▬ ▬▬▬▬▬ ▬▬ ▬▬▬▬ ▬▬▬ ▬▬ ▬▬▬▬▬ ▬▬▬▬ ▬▬ ▬▬▬ ▬▬▬▬	[327, 769, 427, 812]
illegible-small-print: ▬▬▬ ▬▬▬▬ ▬▬ ▬▬▬▬▬ ▬▬▬ ▬▬▬▬ ▬▬ ▬▬▬ ▬▬▬▬▬ ▬▬ ▬▬▬▬ ▬▬▬ ▬▬ ▬▬▬▬▬ ▬▬▬▬ ▬▬ ▬▬▬ ▬▬▬▬ ▬▬▬ ▬▬▬▬ ▬▬ ▬▬▬▬▬ ▬▬▬ ▬▬▬▬ ▬▬ ▬▬▬ ▬▬▬▬▬ ▬▬ ▬▬▬▬ ▬▬▬ ▬▬ ▬▬▬▬▬ ▬▬▬▬ ▬▬ ▬▬▬ ▬▬▬▬	[645, 1198, 745, 1240]
advertiser-heading: BAKER BROS.	[645, 1358, 744, 1366]
column-8	[749, 25, 854, 2576]
ad-headline: KAIKOURA	[783, 35, 819, 43]
ad-headline: FOR SALE	[466, 408, 499, 416]
ad-headline: CEYLON TEA.	[567, 935, 611, 943]
illegible-small-print: ▬▬▬ ▬▬▬▬ ▬▬ ▬▬▬▬▬ ▬▬▬ ▬▬▬▬ ▬▬ ▬▬▬ ▬▬▬▬▬ ▬▬ ▬▬▬▬ ▬▬▬ ▬▬ ▬▬▬▬▬ ▬▬▬▬ ▬▬ ▬▬▬ ▬▬▬▬ ▬▬▬ ▬▬▬▬ ▬▬ ▬▬▬▬▬ ▬▬▬ ▬▬▬▬ ▬▬ ▬▬▬ ▬▬▬▬▬ ▬▬ ▬▬▬▬ ▬▬▬ ▬▬ ▬▬▬▬▬ ▬▬▬▬ ▬▬ ▬▬▬ ▬▬▬▬	[751, 1651, 851, 1694]
ad-headline: CHEAP CITY PROPERTY.	[655, 882, 735, 890]
illegible-small-print: ▬▬▬ ▬▬▬▬ ▬▬ ▬▬▬▬▬ ▬▬▬ ▬▬▬▬ ▬▬ ▬▬▬ ▬▬▬▬▬ ▬▬ ▬▬▬▬ ▬▬▬ ▬▬ ▬▬▬▬▬ ▬▬▬▬ ▬▬ ▬▬▬ ▬▬▬▬ ▬▬▬ ▬▬▬▬ ▬▬ ▬▬▬▬▬ ▬▬▬ ▬▬▬▬ ▬▬ ▬▬▬ ▬▬▬▬▬ ▬▬ ▬▬▬▬ ▬▬▬ ▬▬ ▬▬▬▬▬ ▬▬▬▬ ▬▬ ▬▬▬ ▬▬▬▬ ▬▬▬ ▬▬▬▬ ▬▬ ▬▬▬▬▬ ▬▬▬ ▬▬▬▬ ▬▬ ▬▬▬ ▬▬▬▬▬ ▬▬ ▬▬▬▬ ▬▬▬ ▬▬ ▬▬▬▬▬ ▬▬▬▬ ▬▬ ▬▬▬ ▬▬▬▬	[327, 1344, 427, 1410]
illegible-small-print: ▬▬▬ ▬▬▬▬ ▬▬ ▬▬▬▬▬ ▬▬▬ ▬▬▬▬ ▬▬ ▬▬▬ ▬▬▬▬▬ ▬▬ ▬▬▬▬ ▬▬▬ ▬▬ ▬▬▬▬▬ ▬▬▬▬ ▬▬ ▬▬▬ ▬▬▬▬ ▬▬▬ ▬▬▬▬ ▬▬ ▬▬▬▬▬ ▬▬▬ ▬▬▬▬ ▬▬ ▬▬▬ ▬▬▬▬▬ ▬▬ ▬▬▬▬ ▬▬▬ ▬▬ ▬▬▬▬▬ ▬▬▬▬ ▬▬ ▬▬▬ ▬▬▬▬ ▬▬▬ ▬▬▬▬ ▬▬ ▬▬▬▬▬ ▬▬▬ ▬▬▬▬ ▬▬ ▬▬▬ ▬▬▬▬▬ ▬▬ ▬▬▬▬ ▬▬▬ ▬▬ ▬▬▬▬▬ ▬▬▬▬ ▬▬ ▬▬▬ ▬▬▬▬ ▬▬▬ ▬▬▬▬ ▬▬ ▬▬▬▬▬ ▬▬▬ ▬▬▬▬ ▬▬ ▬▬▬ ▬▬▬▬▬ ▬▬ ▬▬▬▬ ▬▬▬ ▬▬ ▬▬▬▬▬ ▬▬▬▬ ▬▬ ▬▬▬ ▬▬▬▬ ▬▬▬ ▬▬▬▬ ▬▬ ▬▬▬▬▬ ▬▬▬ ▬▬▬▬ ▬▬ ▬▬▬ ▬▬▬▬▬ ▬▬ ▬▬▬▬ ▬▬▬ ▬▬ ▬▬▬▬▬ ▬▬▬▬ ▬▬ ▬▬▬ ▬▬▬▬	[221, 215, 321, 322]
illegible-small-print: ▬▬▬ ▬▬▬▬ ▬▬ ▬▬▬▬▬ ▬▬▬ ▬▬▬▬ ▬▬ ▬▬▬ ▬▬▬▬▬ ▬▬ ▬▬▬▬ ▬▬▬ ▬▬ ▬▬▬▬▬ ▬▬▬▬ ▬▬ ▬▬▬ ▬▬▬▬ ▬▬▬ ▬▬▬▬ ▬▬ ▬▬▬▬▬ ▬▬▬ ▬▬▬▬ ▬▬ ▬▬▬ ▬▬▬▬▬ ▬▬ ▬▬▬▬ ▬▬▬ ▬▬ ▬▬▬▬▬ ▬▬▬▬ ▬▬ ▬▬▬ ▬▬▬▬ ▬▬▬ ▬▬▬▬ ▬▬ ▬▬▬▬▬ ▬▬▬ ▬▬▬▬ ▬▬ ▬▬▬ ▬▬▬▬▬ ▬▬ ▬▬▬▬ ▬▬▬ ▬▬ ▬▬▬▬▬ ▬▬▬▬ ▬▬ ▬▬▬ ▬▬▬▬ ▬▬▬ ▬▬▬▬ ▬▬ ▬▬▬▬▬ ▬▬▬ ▬▬▬▬ ▬▬ ▬▬▬ ▬▬▬▬▬ ▬▬ ▬▬▬▬ ▬▬▬ ▬▬ ▬▬▬▬▬ ▬▬▬▬ ▬▬ ▬▬▬ ▬▬▬▬	[327, 1549, 427, 1632]
ad-headline: WEDNESDAY NEXT.	[133, 1568, 198, 1576]
ad-headline: TO-MORROW (TUESDAY), AT NOON.	[435, 252, 530, 265]
illegible-small-print: ▬▬▬ ▬▬▬▬ ▬▬ ▬▬▬▬▬ ▬▬▬ ▬▬▬▬ ▬▬ ▬▬▬ ▬▬▬▬▬ ▬▬ ▬▬▬▬ ▬▬▬ ▬▬ ▬▬▬▬▬ ▬▬▬▬ ▬▬ ▬▬▬ ▬▬▬▬ ▬▬▬ ▬▬▬▬ ▬▬ ▬▬▬▬▬ ▬▬▬ ▬▬▬▬ ▬▬ ▬▬▬ ▬▬▬▬▬ ▬▬ ▬▬▬▬ ▬▬▬ ▬▬ ▬▬▬▬▬ ▬▬▬▬ ▬▬ ▬▬▬ ▬▬▬▬ ▬▬▬ ▬▬▬▬ ▬▬ ▬▬▬▬▬ ▬▬▬ ▬▬▬▬ ▬▬ ▬▬▬ ▬▬▬▬▬ ▬▬ ▬▬▬▬ ▬▬▬ ▬▬ ▬▬▬▬▬ ▬▬▬▬ ▬▬ ▬▬▬ ▬▬▬▬ ▬▬▬ ▬▬▬▬ ▬▬ ▬▬▬▬▬ ▬▬▬ ▬▬▬▬ ▬▬ ▬▬▬ ▬▬▬▬▬ ▬▬ ▬▬▬▬ ▬▬▬ ▬▬ ▬▬▬▬▬ ▬▬▬▬ ▬▬ ▬▬▬ ▬▬▬▬ ▬▬▬ ▬▬▬▬ ▬▬ ▬▬▬▬▬ ▬▬▬ ▬▬▬▬ ▬▬ ▬▬▬ ▬▬▬▬▬ ▬▬ ▬▬▬▬ ▬▬▬ ▬▬ ▬▬▬▬▬ ▬▬▬▬ ▬▬ ▬▬▬ ▬▬▬▬	[539, 1688, 639, 1794]
illegible-small-print: ▬▬▬ ▬▬▬▬ ▬▬ ▬▬▬▬▬ ▬▬▬ ▬▬▬▬ ▬▬ ▬▬▬ ▬▬▬▬▬ ▬▬ ▬▬▬▬ ▬▬▬ ▬▬ ▬▬▬▬▬ ▬▬▬▬ ▬▬ ▬▬▬ ▬▬▬▬ ▬▬▬ ▬▬▬▬ ▬▬ ▬▬▬▬▬ ▬▬▬ ▬▬▬▬ ▬▬ ▬▬▬ ▬▬▬▬▬ ▬▬ ▬▬▬▬ ▬▬▬ ▬▬ ▬▬▬▬▬ ▬▬▬▬ ▬▬ ▬▬▬ ▬▬▬▬ ▬▬▬ ▬▬▬▬ ▬▬ ▬▬▬▬▬ ▬▬▬ ▬▬▬▬ ▬▬ ▬▬▬ ▬▬▬▬▬ ▬▬ ▬▬▬▬ ▬▬▬ ▬▬ ▬▬▬▬▬ ▬▬▬▬ ▬▬ ▬▬▬ ▬▬▬▬ ▬▬▬ ▬▬▬▬ ▬▬ ▬▬▬▬▬ ▬▬▬ ▬▬▬▬ ▬▬ ▬▬▬ ▬▬▬▬▬ ▬▬ ▬▬▬▬ ▬▬▬ ▬▬ ▬▬▬▬▬ ▬▬▬▬ ▬▬ ▬▬▬ ▬▬▬▬ ▬▬▬ ▬▬▬▬ ▬▬ ▬▬▬▬▬ ▬▬▬ ▬▬▬▬ ▬▬ ▬▬▬ ▬▬▬▬▬ ▬▬ ▬▬▬▬ ▬▬▬ ▬▬ ▬▬▬▬▬ ▬▬▬▬ ▬▬ ▬▬▬ ▬▬▬▬ ▬▬▬ ▬▬▬▬ ▬▬ ▬▬▬▬▬ ▬▬▬ ▬▬▬▬ ▬▬ ▬▬▬ ▬▬▬▬▬ ▬▬ ▬▬▬▬ ▬▬▬ ▬▬ ▬▬▬▬▬ ▬▬▬▬ ▬▬ ▬▬▬ ▬▬▬▬	[221, 1297, 321, 1421]
illegible-small-print: ▬▬▬ ▬▬▬▬ ▬▬ ▬▬▬▬▬ ▬▬▬ ▬▬▬▬ ▬▬ ▬▬▬ ▬▬▬▬▬ ▬▬ ▬▬▬▬ ▬▬▬ ▬▬ ▬▬▬▬▬ ▬▬▬▬ ▬▬ ▬▬▬ ▬▬▬▬ ▬▬▬ ▬▬▬▬ ▬▬ ▬▬▬▬▬ ▬▬▬ ▬▬▬▬ ▬▬ ▬▬▬ ▬▬▬▬▬ ▬▬ ▬▬▬▬ ▬▬▬ ▬▬ ▬▬▬▬▬ ▬▬▬▬ ▬▬ ▬▬▬ ▬▬▬▬	[327, 307, 427, 350]
advertiser-heading: FORD AND HADFIELD, LTD.	[645, 874, 744, 882]
ad-headline: NEW ZEALAND ALL WOOL FULL SIZE WHITE BLANKETS	[328, 194, 426, 208]
advertiser-heading: DALGETY AND CO., LTD.	[115, 1445, 214, 1452]
ad-headline: EXPRESS NON-STOP MOTOR SERVICE.	[753, 1047, 849, 1062]
ad-headline: EGGS—EGGS.	[567, 637, 611, 644]
illegible-small-print: ▬▬▬ ▬▬▬▬ ▬▬ ▬▬▬▬▬ ▬▬▬ ▬▬▬▬ ▬▬ ▬▬▬ ▬▬▬▬▬ ▬▬ ▬▬▬▬ ▬▬▬ ▬▬ ▬▬▬▬▬ ▬▬▬▬ ▬▬ ▬▬▬ ▬▬▬▬ ▬▬▬ ▬▬▬▬ ▬▬ ▬▬▬▬▬ ▬▬▬ ▬▬▬▬ ▬▬ ▬▬▬ ▬▬▬▬▬ ▬▬ ▬▬▬▬ ▬▬▬ ▬▬ ▬▬▬▬▬ ▬▬▬▬ ▬▬ ▬▬▬ ▬▬▬▬ ▬▬▬ ▬▬▬▬ ▬▬ ▬▬▬▬▬ ▬▬▬ ▬▬▬▬ ▬▬ ▬▬▬ ▬▬▬▬▬ ▬▬ ▬▬▬▬ ▬▬▬ ▬▬ ▬▬▬▬▬ ▬▬▬▬ ▬▬ ▬▬▬ ▬▬▬▬ ▬▬▬ ▬▬▬▬ ▬▬ ▬▬▬▬▬ ▬▬▬ ▬▬▬▬ ▬▬ ▬▬▬ ▬▬▬▬▬ ▬▬ ▬▬▬▬ ▬▬▬ ▬▬ ▬▬▬▬▬ ▬▬▬▬ ▬▬ ▬▬▬ ▬▬▬▬ ▬▬▬ ▬▬▬▬ ▬▬ ▬▬▬▬▬ ▬▬▬ ▬▬▬▬ ▬▬ ▬▬▬ ▬▬▬▬▬ ▬▬ ▬▬▬▬ ▬▬▬ ▬▬ ▬▬▬▬▬ ▬▬▬▬ ▬▬ ▬▬▬ ▬▬▬▬	[9, 605, 109, 712]
illegible-small-print: ▬▬▬ ▬▬▬▬ ▬▬ ▬▬▬▬▬ ▬▬▬ ▬▬▬▬ ▬▬ ▬▬▬ ▬▬▬▬▬ ▬▬ ▬▬▬▬ ▬▬▬ ▬▬ ▬▬▬▬▬ ▬▬▬▬ ▬▬ ▬▬▬ ▬▬▬▬ ▬▬▬ ▬▬▬▬ ▬▬ ▬▬▬▬▬ ▬▬▬ ▬▬▬▬ ▬▬ ▬▬▬ ▬▬▬▬▬ ▬▬ ▬▬▬▬ ▬▬▬ ▬▬ ▬▬▬▬▬ ▬▬▬▬ ▬▬ ▬▬▬ ▬▬▬▬ ▬▬▬ ▬▬▬▬ ▬▬ ▬▬▬▬▬ ▬▬▬ ▬▬▬▬ ▬▬ ▬▬▬ ▬▬▬▬▬ ▬▬ ▬▬▬▬ ▬▬▬ ▬▬ ▬▬▬▬▬ ▬▬▬▬ ▬▬ ▬▬▬ ▬▬▬▬ ▬▬▬ ▬▬▬▬ ▬▬ ▬▬▬▬▬ ▬▬▬ ▬▬▬▬ ▬▬ ▬▬▬ ▬▬▬▬▬ ▬▬ ▬▬▬▬ ▬▬▬ ▬▬ ▬▬▬▬▬ ▬▬▬▬ ▬▬ ▬▬▬ ▬▬▬▬ ▬▬▬ ▬▬▬▬ ▬▬ ▬▬▬▬▬ ▬▬▬ ▬▬▬▬ ▬▬ ▬▬▬ ▬▬▬▬▬ ▬▬ ▬▬▬▬ ▬▬▬ ▬▬ ▬▬▬▬▬ ▬▬▬▬ ▬▬ ▬▬▬ ▬▬▬▬ ▬▬▬ ▬▬▬▬ ▬▬ ▬▬▬▬▬ ▬▬▬ ▬▬▬▬ ▬▬ ▬▬▬ ▬▬▬▬▬ ▬▬ ▬▬▬▬ ▬▬▬ ▬▬ ▬▬▬▬▬ ▬▬▬▬ ▬▬ ▬▬▬ ▬▬▬▬	[645, 1374, 745, 1498]
column-header: AUCTIONS.	[327, 25, 426, 35]
ad-divider	[14, 934, 103, 935]
ad-headline: £1600—NEAR FOOT OF DYER'S PASS ROAD, ABERDEEN.	[445, 1580, 521, 1601]
illegible-small-print: ▬▬▬ ▬▬▬▬ ▬▬ ▬▬▬▬▬ ▬▬▬ ▬▬▬▬ ▬▬ ▬▬▬ ▬▬▬▬▬ ▬▬ ▬▬▬▬ ▬▬▬ ▬▬ ▬▬▬▬▬ ▬▬▬▬ ▬▬ ▬▬▬ ▬▬▬▬ ▬▬▬ ▬▬▬▬ ▬▬ ▬▬▬▬▬ ▬▬▬ ▬▬▬▬ ▬▬ ▬▬▬ ▬▬▬▬▬ ▬▬ ▬▬▬▬ ▬▬▬ ▬▬ ▬▬▬▬▬ ▬▬▬▬ ▬▬ ▬▬▬ ▬▬▬▬ ▬▬▬ ▬▬▬▬ ▬▬ ▬▬▬▬▬ ▬▬▬ ▬▬▬▬ ▬▬ ▬▬▬ ▬▬▬▬▬ ▬▬ ▬▬▬▬ ▬▬▬ ▬▬ ▬▬▬▬▬ ▬▬▬▬ ▬▬ ▬▬▬ ▬▬▬▬ ▬▬▬ ▬▬▬▬ ▬▬ ▬▬▬▬▬ ▬▬▬ ▬▬▬▬ ▬▬ ▬▬▬ ▬▬▬▬▬ ▬▬ ▬▬▬▬ ▬▬▬ ▬▬ ▬▬▬▬▬ ▬▬▬▬ ▬▬ ▬▬▬ ▬▬▬▬ ▬▬▬ ▬▬▬▬ ▬▬ ▬▬▬▬▬ ▬▬▬ ▬▬▬▬ ▬▬ ▬▬▬ ▬▬▬▬▬ ▬▬ ▬▬▬▬ ▬▬▬ ▬▬ ▬▬▬▬▬ ▬▬▬▬ ▬▬ ▬▬▬ ▬▬▬▬ ▬▬▬ ▬▬▬▬ ▬▬ ▬▬▬▬▬ ▬▬▬ ▬▬▬▬ ▬▬ ▬▬▬ ▬▬▬▬▬ ▬▬ ▬▬▬▬ ▬▬▬ ▬▬ ▬▬▬▬▬ ▬▬▬▬ ▬▬ ▬▬▬ ▬▬▬▬	[751, 1414, 851, 1538]
illegible-small-print: ▬▬▬ ▬▬▬▬ ▬▬ ▬▬▬▬▬ ▬▬▬ ▬▬▬▬ ▬▬ ▬▬▬ ▬▬▬▬▬ ▬▬ ▬▬▬▬ ▬▬▬ ▬▬ ▬▬▬▬▬ ▬▬▬▬ ▬▬ ▬▬▬ ▬▬▬▬ ▬▬▬ ▬▬▬▬ ▬▬ ▬▬▬▬▬ ▬▬▬ ▬▬▬▬ ▬▬ ▬▬▬ ▬▬▬▬▬ ▬▬ ▬▬▬▬ ▬▬▬ ▬▬ ▬▬▬▬▬ ▬▬▬▬ ▬▬ ▬▬▬ ▬▬▬▬ ▬▬▬ ▬▬▬▬ ▬▬ ▬▬▬▬▬ ▬▬▬ ▬▬▬▬ ▬▬ ▬▬▬ ▬▬▬▬▬ ▬▬ ▬▬▬▬ ▬▬▬ ▬▬ ▬▬▬▬▬ ▬▬▬▬ ▬▬ ▬▬▬ ▬▬▬▬ ▬▬▬ ▬▬▬▬ ▬▬ ▬▬▬▬▬ ▬▬▬ ▬▬▬▬ ▬▬ ▬▬▬ ▬▬▬▬▬ ▬▬ ▬▬▬▬ ▬▬▬ ▬▬ ▬▬▬▬▬ ▬▬▬▬ ▬▬ ▬▬▬ ▬▬▬▬ ▬▬▬ ▬▬▬▬ ▬▬ ▬▬▬▬▬ ▬▬▬ ▬▬▬▬ ▬▬ ▬▬▬ ▬▬▬▬▬ ▬▬ ▬▬▬▬ ▬▬▬ ▬▬ ▬▬▬▬▬ ▬▬▬▬ ▬▬ ▬▬▬ ▬▬▬▬	[221, 1580, 321, 1687]
ad-signature: ASHBURTON ASSOCIATED AUCTIONEERS.	[674, 215, 745, 228]
illegible-small-print: ▬▬▬ ▬▬▬▬ ▬▬ ▬▬▬▬▬ ▬▬▬ ▬▬▬▬ ▬▬ ▬▬▬ ▬▬▬▬▬ ▬▬ ▬▬▬▬ ▬▬▬ ▬▬ ▬▬▬▬▬ ▬▬▬▬ ▬▬ ▬▬▬ ▬▬▬▬ ▬▬▬ ▬▬▬▬ ▬▬ ▬▬▬▬▬ ▬▬▬ ▬▬▬▬ ▬▬ ▬▬▬ ▬▬▬▬▬ ▬▬ ▬▬▬▬ ▬▬▬ ▬▬ ▬▬▬▬▬ ▬▬▬▬ ▬▬ ▬▬▬ ▬▬▬▬ ▬▬▬ ▬▬▬▬ ▬▬ ▬▬▬▬▬ ▬▬▬ ▬▬▬▬ ▬▬ ▬▬▬ ▬▬▬▬▬ ▬▬ ▬▬▬▬ ▬▬▬ ▬▬ ▬▬▬▬▬ ▬▬▬▬ ▬▬ ▬▬▬ ▬▬▬▬ ▬▬▬ ▬▬▬▬ ▬▬ ▬▬▬▬▬ ▬▬▬ ▬▬▬▬ ▬▬ ▬▬▬ ▬▬▬▬▬ ▬▬ ▬▬▬▬ ▬▬▬ ▬▬ ▬▬▬▬▬ ▬▬▬▬ ▬▬ ▬▬▬ ▬▬▬▬	[433, 1601, 533, 1684]
ad-headline: WHITE STAR LINE.	[770, 260, 833, 268]
ad-headline: £2200.	[256, 1689, 286, 1698]
illegible-small-print: ▬▬▬ ▬▬▬▬ ▬▬ ▬▬▬▬▬ ▬▬▬ ▬▬▬▬ ▬▬ ▬▬▬ ▬▬▬▬▬ ▬▬ ▬▬▬▬ ▬▬▬ ▬▬ ▬▬▬▬▬ ▬▬▬▬ ▬▬ ▬▬▬ ▬▬▬▬ ▬▬▬ ▬▬▬▬ ▬▬ ▬▬▬▬▬ ▬▬▬ ▬▬▬▬ ▬▬ ▬▬▬ ▬▬▬▬▬ ▬▬ ▬▬▬▬ ▬▬▬ ▬▬ ▬▬▬▬▬ ▬▬▬▬ ▬▬ ▬▬▬ ▬▬▬▬ ▬▬▬ ▬▬▬▬ ▬▬ ▬▬▬▬▬ ▬▬▬ ▬▬▬▬ ▬▬ ▬▬▬ ▬▬▬▬▬ ▬▬ ▬▬▬▬ ▬▬▬ ▬▬ ▬▬▬▬▬ ▬▬▬▬ ▬▬ ▬▬▬ ▬▬▬▬ ▬▬▬ ▬▬▬▬ ▬▬ ▬▬▬▬▬ ▬▬▬ ▬▬▬▬ ▬▬ ▬▬▬ ▬▬▬▬▬ ▬▬ ▬▬▬▬ ▬▬▬ ▬▬ ▬▬▬▬▬ ▬▬▬▬ ▬▬ ▬▬▬ ▬▬▬▬	[327, 680, 427, 763]
ad-headline: NEW CADILLAC CARS leave Christchurch DAILY.	[756, 433, 846, 447]
ad-headline: AN IDEAL HOME IN AN IDEAL LOCALITY.	[221, 1897, 321, 1911]
ad-headline: THE BIGGEST BARGAIN OFFERED IN FARM PROPERTIES SINCE 1914.	[334, 1052, 420, 1073]
ad-headline: THE LONDON DENTAL INSTITUTE	[658, 1898, 733, 1912]
ad-headline: TINWALD SALE.	[669, 50, 722, 58]
ad-signature: FORD and HADFIELD, LTD.	[674, 1239, 745, 1246]
ad-divider	[226, 402, 316, 403]
illegible-small-print: ▬▬▬ ▬▬▬▬ ▬▬ ▬▬▬▬▬ ▬▬▬ ▬▬▬▬ ▬▬ ▬▬▬ ▬▬▬▬▬ ▬▬ ▬▬▬▬ ▬▬▬ ▬▬ ▬▬▬▬▬ ▬▬▬▬ ▬▬ ▬▬▬ ▬▬▬▬ ▬▬▬ ▬▬▬▬ ▬▬ ▬▬▬▬▬ ▬▬▬ ▬▬▬▬ ▬▬ ▬▬▬ ▬▬▬▬▬ ▬▬ ▬▬▬▬ ▬▬▬ ▬▬ ▬▬▬▬▬ ▬▬▬▬ ▬▬ ▬▬▬ ▬▬▬▬	[751, 2534, 851, 2576]
illegible-small-print: ▬▬▬ ▬▬▬▬ ▬▬ ▬▬▬▬▬ ▬▬▬ ▬▬▬▬ ▬▬ ▬▬▬ ▬▬▬▬▬ ▬▬ ▬▬▬▬ ▬▬▬ ▬▬ ▬▬▬▬▬ ▬▬▬▬ ▬▬ ▬▬▬ ▬▬▬▬ ▬▬▬ ▬▬▬▬ ▬▬ ▬▬▬▬▬ ▬▬▬ ▬▬▬▬ ▬▬ ▬▬▬ ▬▬▬▬▬ ▬▬ ▬▬▬▬ ▬▬▬ ▬▬ ▬▬▬▬▬ ▬▬▬▬ ▬▬ ▬▬▬ ▬▬▬▬ ▬▬▬ ▬▬▬▬ ▬▬ ▬▬▬▬▬ ▬▬▬ ▬▬▬▬ ▬▬ ▬▬▬ ▬▬▬▬▬ ▬▬ ▬▬▬▬ ▬▬▬ ▬▬ ▬▬▬▬▬ ▬▬▬▬ ▬▬ ▬▬▬ ▬▬▬▬ ▬▬▬ ▬▬▬▬ ▬▬ ▬▬▬▬▬ ▬▬▬ ▬▬▬▬ ▬▬ ▬▬▬ ▬▬▬▬▬ ▬▬ ▬▬▬▬ ▬▬▬ ▬▬ ▬▬▬▬▬ ▬▬▬▬ ▬▬ ▬▬▬ ▬▬▬▬ ▬▬▬ ▬▬▬▬ ▬▬ ▬▬▬▬▬ ▬▬▬ ▬▬▬▬ ▬▬ ▬▬▬ ▬▬▬▬▬ ▬▬ ▬▬▬▬ ▬▬▬ ▬▬ ▬▬▬▬▬ ▬▬▬▬ ▬▬ ▬▬▬ ▬▬▬▬ ▬▬▬ ▬▬▬▬ ▬▬ ▬▬▬▬▬ ▬▬▬ ▬▬▬▬ ▬▬ ▬▬▬ ▬▬▬▬▬ ▬▬ ▬▬▬▬ ▬▬▬ ▬▬ ▬▬▬▬▬ ▬▬▬▬ ▬▬ ▬▬▬ ▬▬▬▬	[327, 69, 427, 194]
ad-divider	[120, 1774, 209, 1775]
illegible-small-print: ▬▬▬ ▬▬▬▬ ▬▬ ▬▬▬▬▬ ▬▬▬ ▬▬▬▬ ▬▬ ▬▬▬ ▬▬▬▬▬ ▬▬ ▬▬▬▬ ▬▬▬ ▬▬ ▬▬▬▬▬ ▬▬▬▬ ▬▬ ▬▬▬ ▬▬▬▬ ▬▬▬ ▬▬▬▬ ▬▬ ▬▬▬▬▬ ▬▬▬ ▬▬▬▬ ▬▬ ▬▬▬ ▬▬▬▬▬ ▬▬ ▬▬▬▬ ▬▬▬ ▬▬ ▬▬▬▬▬ ▬▬▬▬ ▬▬ ▬▬▬ ▬▬▬▬	[539, 1235, 639, 1276]
ad-divider	[544, 1611, 634, 1612]
advertiser-heading: PROPERTIES FOR SALE.	[540, 1104, 638, 1111]
illegible-small-print: ▬▬▬ ▬▬▬▬ ▬▬ ▬▬▬▬▬ ▬▬▬ ▬▬▬▬ ▬▬ ▬▬▬ ▬▬▬▬▬ ▬▬ ▬▬▬▬ ▬▬▬ ▬▬ ▬▬▬▬▬ ▬▬▬▬ ▬▬ ▬▬▬ ▬▬▬▬ ▬▬▬ ▬▬▬▬ ▬▬ ▬▬▬▬▬ ▬▬▬ ▬▬▬▬ ▬▬ ▬▬▬ ▬▬▬▬▬ ▬▬ ▬▬▬▬ ▬▬▬ ▬▬ ▬▬▬▬▬ ▬▬▬▬ ▬▬ ▬▬▬ ▬▬▬▬ ▬▬▬ ▬▬▬▬ ▬▬ ▬▬▬▬▬ ▬▬▬ ▬▬▬▬ ▬▬ ▬▬▬ ▬▬▬▬▬ ▬▬ ▬▬▬▬ ▬▬▬ ▬▬ ▬▬▬▬▬ ▬▬▬▬ ▬▬ ▬▬▬ ▬▬▬▬ ▬▬▬ ▬▬▬▬ ▬▬ ▬▬▬▬▬ ▬▬▬ ▬▬▬▬ ▬▬ ▬▬▬ ▬▬▬▬▬ ▬▬ ▬▬▬▬ ▬▬▬ ▬▬ ▬▬▬▬▬ ▬▬▬▬ ▬▬ ▬▬▬ ▬▬▬▬ ▬▬▬ ▬▬▬▬ ▬▬ ▬▬▬▬▬ ▬▬▬ ▬▬▬▬ ▬▬ ▬▬▬ ▬▬▬▬▬ ▬▬ ▬▬▬▬ ▬▬▬ ▬▬ ▬▬▬▬▬ ▬▬▬▬ ▬▬ ▬▬▬ ▬▬▬▬ ▬▬▬ ▬▬▬▬ ▬▬ ▬▬▬▬▬ ▬▬▬ ▬▬▬▬ ▬▬ ▬▬▬ ▬▬▬▬▬ ▬▬ ▬▬▬▬ ▬▬▬ ▬▬ ▬▬▬▬▬ ▬▬▬▬ ▬▬ ▬▬▬ ▬▬▬▬	[9, 1316, 109, 1440]
illegible-small-print: ▬▬▬ ▬▬▬▬ ▬▬ ▬▬▬▬▬ ▬▬▬ ▬▬▬▬ ▬▬ ▬▬▬ ▬▬▬▬▬ ▬▬ ▬▬▬▬ ▬▬▬ ▬▬ ▬▬▬▬▬ ▬▬▬▬ ▬▬ ▬▬▬ ▬▬▬▬ ▬▬▬ ▬▬▬▬ ▬▬ ▬▬▬▬▬ ▬▬▬ ▬▬▬▬ ▬▬ ▬▬▬ ▬▬▬▬▬ ▬▬ ▬▬▬▬ ▬▬▬ ▬▬ ▬▬▬▬▬ ▬▬▬▬ ▬▬ ▬▬▬ ▬▬▬▬	[9, 1058, 109, 1100]
ad-divider	[120, 294, 209, 295]
illegible-small-print: ▬▬▬ ▬▬▬▬ ▬▬ ▬▬▬▬▬ ▬▬▬ ▬▬▬▬ ▬▬ ▬▬▬ ▬▬▬▬▬ ▬▬ ▬▬▬▬ ▬▬▬ ▬▬ ▬▬▬▬▬ ▬▬▬▬ ▬▬ ▬▬▬ ▬▬▬▬ ▬▬▬ ▬▬▬▬ ▬▬ ▬▬▬▬▬ ▬▬▬ ▬▬▬▬ ▬▬ ▬▬▬ ▬▬▬▬▬ ▬▬ ▬▬▬▬ ▬▬▬ ▬▬ ▬▬▬▬▬ ▬▬▬▬ ▬▬ ▬▬▬ ▬▬▬▬	[751, 2056, 851, 2098]
ad-headline: IN OUR LAND SALE ROOMS, CORNER OF CASHEL AND MANCHESTER STREETS.	[542, 247, 636, 268]
illegible-small-print: ▬▬▬ ▬▬▬▬ ▬▬ ▬▬▬▬▬ ▬▬▬ ▬▬▬▬ ▬▬ ▬▬▬ ▬▬▬▬▬ ▬▬ ▬▬▬▬ ▬▬▬ ▬▬ ▬▬▬▬▬ ▬▬▬▬ ▬▬ ▬▬▬ ▬▬▬▬ ▬▬▬ ▬▬▬▬ ▬▬ ▬▬▬▬▬ ▬▬▬ ▬▬▬▬ ▬▬ ▬▬▬ ▬▬▬▬▬ ▬▬ ▬▬▬▬ ▬▬▬ ▬▬ ▬▬▬▬▬ ▬▬▬▬ ▬▬ ▬▬▬ ▬▬▬▬ ▬▬▬ ▬▬▬▬ ▬▬ ▬▬▬▬▬ ▬▬▬ ▬▬▬▬ ▬▬ ▬▬▬ ▬▬▬▬▬ ▬▬ ▬▬▬▬ ▬▬▬ ▬▬ ▬▬▬▬▬ ▬▬▬▬ ▬▬ ▬▬▬ ▬▬▬▬ ▬▬▬ ▬▬▬▬ ▬▬ ▬▬▬▬▬ ▬▬▬ ▬▬▬▬ ▬▬ ▬▬▬ ▬▬▬▬▬ ▬▬ ▬▬▬▬ ▬▬▬ ▬▬ ▬▬▬▬▬ ▬▬▬▬ ▬▬ ▬▬▬ ▬▬▬▬ ▬▬▬ ▬▬▬▬ ▬▬ ▬▬▬▬▬ ▬▬▬ ▬▬▬▬ ▬▬ ▬▬▬ ▬▬▬▬▬ ▬▬ ▬▬▬▬ ▬▬▬ ▬▬ ▬▬▬▬▬ ▬▬▬▬ ▬▬ ▬▬▬ ▬▬▬▬ ▬▬▬ ▬▬▬▬ ▬▬ ▬▬▬▬▬ ▬▬▬ ▬▬▬▬ ▬▬ ▬▬▬ ▬▬▬▬▬ ▬▬ ▬▬▬▬ ▬▬▬ ▬▬ ▬▬▬▬▬ ▬▬▬▬ ▬▬ ▬▬▬ ▬▬▬▬	[539, 718, 639, 843]
ad-headline: 700 ACRES FREEHOLD.	[232, 815, 310, 823]
masthead-title: THE PRESS, MONDAY, JUNE 8, 1925.	[306, 5, 554, 20]
ad-body-text: We stock all Brands of Superphosphate, Blood and Bone, Basic Slag, Basic Phosphate.	[115, 1201, 215, 1219]
illegible-small-print: ▬▬▬ ▬▬▬▬ ▬▬ ▬▬▬▬▬ ▬▬▬ ▬▬▬▬ ▬▬ ▬▬▬ ▬▬▬▬▬ ▬▬ ▬▬▬▬ ▬▬▬ ▬▬ ▬▬▬▬▬ ▬▬▬▬ ▬▬ ▬▬▬ ▬▬▬▬ ▬▬▬ ▬▬▬▬ ▬▬ ▬▬▬▬▬ ▬▬▬ ▬▬▬▬ ▬▬ ▬▬▬ ▬▬▬▬▬ ▬▬ ▬▬▬▬ ▬▬▬ ▬▬ ▬▬▬▬▬ ▬▬▬▬ ▬▬ ▬▬▬ ▬▬▬▬	[221, 1530, 321, 1572]
advertiser-heading: PROPERTIES FOR SALE.	[645, 299, 744, 307]
ad-headline: DO YOU WANT TO BECOME A FARMER?	[10, 45, 107, 59]
ad-headline: GOOD SITE FOR COAL YARD, LARGE STORE, PETROL STORE, ETC.	[435, 604, 530, 625]
illegible-small-print: ▬▬▬ ▬▬▬▬ ▬▬ ▬▬▬▬▬ ▬▬▬ ▬▬▬▬ ▬▬ ▬▬▬ ▬▬▬▬▬ ▬▬ ▬▬▬▬ ▬▬▬ ▬▬ ▬▬▬▬▬ ▬▬▬▬ ▬▬ ▬▬▬ ▬▬▬▬ ▬▬▬ ▬▬▬▬ ▬▬ ▬▬▬▬▬ ▬▬▬ ▬▬▬▬ ▬▬ ▬▬▬ ▬▬▬▬▬ ▬▬ ▬▬▬▬ ▬▬▬ ▬▬ ▬▬▬▬▬ ▬▬▬▬ ▬▬ ▬▬▬ ▬▬▬▬ ▬▬▬ ▬▬▬▬ ▬▬ ▬▬▬▬▬ ▬▬▬ ▬▬▬▬ ▬▬ ▬▬▬ ▬▬▬▬▬ ▬▬ ▬▬▬▬ ▬▬▬ ▬▬ ▬▬▬▬▬ ▬▬▬▬ ▬▬ ▬▬▬ ▬▬▬▬	[645, 1682, 745, 1748]
white-star-logo-icon: ★	[793, 653, 810, 675]
column-header: AUCTIONS.	[115, 25, 214, 35]
ad-headline: EIGHTH SUBDIVISION, THIRD PART.	[232, 1422, 310, 1436]
illegible-small-print: ▬▬▬ ▬▬▬▬ ▬▬ ▬▬▬▬▬ ▬▬▬ ▬▬▬▬ ▬▬ ▬▬▬ ▬▬▬▬▬ ▬▬ ▬▬▬▬ ▬▬▬ ▬▬ ▬▬▬▬▬ ▬▬▬▬ ▬▬ ▬▬▬ ▬▬▬▬ ▬▬▬ ▬▬▬▬ ▬▬ ▬▬▬▬▬ ▬▬▬ ▬▬▬▬ ▬▬ ▬▬▬ ▬▬▬▬▬ ▬▬ ▬▬▬▬ ▬▬▬ ▬▬ ▬▬▬▬▬ ▬▬▬▬ ▬▬ ▬▬▬ ▬▬▬▬ ▬▬▬ ▬▬▬▬ ▬▬ ▬▬▬▬▬ ▬▬▬ ▬▬▬▬ ▬▬ ▬▬▬ ▬▬▬▬▬ ▬▬ ▬▬▬▬ ▬▬▬ ▬▬ ▬▬▬▬▬ ▬▬▬▬ ▬▬ ▬▬▬ ▬▬▬▬	[539, 181, 639, 247]
illegible-small-print: ▬▬▬ ▬▬▬▬ ▬▬ ▬▬▬▬▬ ▬▬▬ ▬▬▬▬ ▬▬ ▬▬▬ ▬▬▬▬▬ ▬▬ ▬▬▬▬ ▬▬▬ ▬▬ ▬▬▬▬▬ ▬▬▬▬ ▬▬ ▬▬▬ ▬▬▬▬ ▬▬▬ ▬▬▬▬ ▬▬ ▬▬▬▬▬ ▬▬▬ ▬▬▬▬ ▬▬ ▬▬▬ ▬▬▬▬▬ ▬▬ ▬▬▬▬ ▬▬▬ ▬▬ ▬▬▬▬▬ ▬▬▬▬ ▬▬ ▬▬▬ ▬▬▬▬ ▬▬▬ ▬▬▬▬ ▬▬ ▬▬▬▬▬ ▬▬▬ ▬▬▬▬ ▬▬ ▬▬▬ ▬▬▬▬▬ ▬▬ ▬▬▬▬ ▬▬▬ ▬▬ ▬▬▬▬▬ ▬▬▬▬ ▬▬ ▬▬▬ ▬▬▬▬ ▬▬▬ ▬▬▬▬ ▬▬ ▬▬▬▬▬ ▬▬▬ ▬▬▬▬ ▬▬ ▬▬▬ ▬▬▬▬▬ ▬▬ ▬▬▬▬ ▬▬▬ ▬▬ ▬▬▬▬▬ ▬▬▬▬ ▬▬ ▬▬▬ ▬▬▬▬ ▬▬▬ ▬▬▬▬ ▬▬ ▬▬▬▬▬ ▬▬▬ ▬▬▬▬ ▬▬ ▬▬▬ ▬▬▬▬▬ ▬▬ ▬▬▬▬ ▬▬▬ ▬▬ ▬▬▬▬▬ ▬▬▬▬ ▬▬ ▬▬▬ ▬▬▬▬	[115, 580, 215, 687]
ad-headline: CLEARING SALE.	[137, 296, 193, 303]
ad-headline: ROYAL MAIL CHRISTCHURCH-GERALDINE-FAIRLIE.	[766, 1943, 837, 1964]
illegible-small-print: ▬▬▬ ▬▬▬▬ ▬▬ ▬▬▬▬▬ ▬▬▬ ▬▬▬▬ ▬▬ ▬▬▬ ▬▬▬▬▬ ▬▬ ▬▬▬▬ ▬▬▬ ▬▬ ▬▬▬▬▬ ▬▬▬▬ ▬▬ ▬▬▬ ▬▬▬▬ ▬▬▬ ▬▬▬▬ ▬▬ ▬▬▬▬▬ ▬▬▬ ▬▬▬▬ ▬▬ ▬▬▬ ▬▬▬▬▬ ▬▬ ▬▬▬▬ ▬▬▬ ▬▬ ▬▬▬▬▬ ▬▬▬▬ ▬▬ ▬▬▬ ▬▬▬▬	[751, 1154, 851, 1196]
advertiser-heading: McKENZIE AND WILLIS.	[327, 37, 426, 45]
ad-signature: PYNE, GOULD, GUINNESS, LTD., Land Department.	[221, 543, 321, 555]
illegible-small-print: ▬▬▬ ▬▬▬▬ ▬▬ ▬▬▬▬▬ ▬▬▬ ▬▬▬▬ ▬▬ ▬▬▬ ▬▬▬▬▬ ▬▬ ▬▬▬▬ ▬▬▬ ▬▬ ▬▬▬▬▬ ▬▬▬▬ ▬▬ ▬▬▬ ▬▬▬▬ ▬▬▬ ▬▬▬▬ ▬▬ ▬▬▬▬▬ ▬▬▬ ▬▬▬▬ ▬▬ ▬▬▬ ▬▬▬▬▬ ▬▬ ▬▬▬▬ ▬▬▬ ▬▬ ▬▬▬▬▬ ▬▬▬▬ ▬▬ ▬▬▬ ▬▬▬▬ ▬▬▬ ▬▬▬▬ ▬▬ ▬▬▬▬▬ ▬▬▬ ▬▬▬▬ ▬▬ ▬▬▬ ▬▬▬▬▬ ▬▬ ▬▬▬▬ ▬▬▬ ▬▬ ▬▬▬▬▬ ▬▬▬▬ ▬▬ ▬▬▬ ▬▬▬▬ ▬▬▬ ▬▬▬▬ ▬▬ ▬▬▬▬▬ ▬▬▬ ▬▬▬▬ ▬▬ ▬▬▬ ▬▬▬▬▬ ▬▬ ▬▬▬▬ ▬▬▬ ▬▬ ▬▬▬▬▬ ▬▬▬▬ ▬▬ ▬▬▬ ▬▬▬▬ ▬▬▬ ▬▬▬▬ ▬▬ ▬▬▬▬▬ ▬▬▬ ▬▬▬▬ ▬▬ ▬▬▬ ▬▬▬▬▬ ▬▬ ▬▬▬▬ ▬▬▬ ▬▬ ▬▬▬▬▬ ▬▬▬▬ ▬▬ ▬▬▬ ▬▬▬▬ ▬▬▬ ▬▬▬▬ ▬▬ ▬▬▬▬▬ ▬▬▬ ▬▬▬▬ ▬▬ ▬▬▬ ▬▬▬▬▬ ▬▬ ▬▬▬▬ ▬▬▬ ▬▬ ▬▬▬▬▬ ▬▬▬▬ ▬▬ ▬▬▬ ▬▬▬▬	[327, 1418, 427, 1543]
ad-signature: H. MATSON and CO.	[56, 1440, 109, 1447]
illegible-small-print: ▬▬▬ ▬▬▬▬ ▬▬ ▬▬▬▬▬ ▬▬▬ ▬▬▬▬ ▬▬ ▬▬▬ ▬▬▬▬▬ ▬▬ ▬▬▬▬ ▬▬▬ ▬▬ ▬▬▬▬▬ ▬▬▬▬ ▬▬ ▬▬▬ ▬▬▬▬ ▬▬▬ ▬▬▬▬ ▬▬ ▬▬▬▬▬ ▬▬▬ ▬▬▬▬ ▬▬ ▬▬▬ ▬▬▬▬▬ ▬▬ ▬▬▬▬ ▬▬▬ ▬▬ ▬▬▬▬▬ ▬▬▬▬ ▬▬ ▬▬▬ ▬▬▬▬ ▬▬▬ ▬▬▬▬ ▬▬ ▬▬▬▬▬ ▬▬▬ ▬▬▬▬ ▬▬ ▬▬▬ ▬▬▬▬▬ ▬▬ ▬▬▬▬ ▬▬▬ ▬▬ ▬▬▬▬▬ ▬▬▬▬ ▬▬ ▬▬▬ ▬▬▬▬ ▬▬▬ ▬▬▬▬ ▬▬ ▬▬▬▬▬ ▬▬▬ ▬▬▬▬ ▬▬ ▬▬▬ ▬▬▬▬▬ ▬▬ ▬▬▬▬ ▬▬▬ ▬▬ ▬▬▬▬▬ ▬▬▬▬ ▬▬ ▬▬▬ ▬▬▬▬	[9, 957, 109, 1040]
illegible-small-print: ▬▬▬ ▬▬▬▬ ▬▬ ▬▬▬▬▬ ▬▬▬ ▬▬▬▬ ▬▬ ▬▬▬ ▬▬▬▬▬ ▬▬ ▬▬▬▬ ▬▬▬ ▬▬ ▬▬▬▬▬ ▬▬▬▬ ▬▬ ▬▬▬ ▬▬▬▬ ▬▬▬ ▬▬▬▬ ▬▬ ▬▬▬▬▬ ▬▬▬ ▬▬▬▬ ▬▬ ▬▬▬ ▬▬▬▬▬ ▬▬ ▬▬▬▬ ▬▬▬ ▬▬ ▬▬▬▬▬ ▬▬▬▬ ▬▬ ▬▬▬ ▬▬▬▬ ▬▬▬ ▬▬▬▬ ▬▬ ▬▬▬▬▬ ▬▬▬ ▬▬▬▬ ▬▬ ▬▬▬ ▬▬▬▬▬ ▬▬ ▬▬▬▬ ▬▬▬ ▬▬ ▬▬▬▬▬ ▬▬▬▬ ▬▬ ▬▬▬ ▬▬▬▬ ▬▬▬ ▬▬▬▬ ▬▬ ▬▬▬▬▬ ▬▬▬ ▬▬▬▬ ▬▬ ▬▬▬ ▬▬▬▬▬ ▬▬ ▬▬▬▬ ▬▬▬ ▬▬ ▬▬▬▬▬ ▬▬▬▬ ▬▬ ▬▬▬ ▬▬▬▬	[9, 1446, 109, 1530]
illegible-small-print: ▬▬▬ ▬▬▬▬ ▬▬ ▬▬▬▬▬ ▬▬▬ ▬▬▬▬ ▬▬ ▬▬▬ ▬▬▬▬▬ ▬▬ ▬▬▬▬ ▬▬▬ ▬▬ ▬▬▬▬▬ ▬▬▬▬ ▬▬ ▬▬▬ ▬▬▬▬ ▬▬▬ ▬▬▬▬ ▬▬ ▬▬▬▬▬ ▬▬▬ ▬▬▬▬ ▬▬ ▬▬▬ ▬▬▬▬▬ ▬▬ ▬▬▬▬ ▬▬▬ ▬▬ ▬▬▬▬▬ ▬▬▬▬ ▬▬ ▬▬▬ ▬▬▬▬ ▬▬▬ ▬▬▬▬ ▬▬ ▬▬▬▬▬ ▬▬▬ ▬▬▬▬ ▬▬ ▬▬▬ ▬▬▬▬▬ ▬▬ ▬▬▬▬ ▬▬▬ ▬▬ ▬▬▬▬▬ ▬▬▬▬ ▬▬ ▬▬▬ ▬▬▬▬ ▬▬▬ ▬▬▬▬ ▬▬ ▬▬▬▬▬ ▬▬▬ ▬▬▬▬ ▬▬ ▬▬▬ ▬▬▬▬▬ ▬▬ ▬▬▬▬ ▬▬▬ ▬▬ ▬▬▬▬▬ ▬▬▬▬ ▬▬ ▬▬▬ ▬▬▬▬ ▬▬▬ ▬▬▬▬ ▬▬ ▬▬▬▬▬ ▬▬▬ ▬▬▬▬ ▬▬ ▬▬▬ ▬▬▬▬▬ ▬▬ ▬▬▬▬ ▬▬▬ ▬▬ ▬▬▬▬▬ ▬▬▬▬ ▬▬ ▬▬▬ ▬▬▬▬	[539, 1292, 639, 1398]
column-3	[218, 25, 324, 2234]
illegible-small-print: ▬▬▬ ▬▬▬▬ ▬▬ ▬▬▬▬▬ ▬▬▬ ▬▬▬▬ ▬▬ ▬▬▬ ▬▬▬▬▬ ▬▬ ▬▬▬▬ ▬▬▬ ▬▬ ▬▬▬▬▬ ▬▬▬▬ ▬▬ ▬▬▬ ▬▬▬▬ ▬▬▬ ▬▬▬▬ ▬▬ ▬▬▬▬▬ ▬▬▬ ▬▬▬▬ ▬▬ ▬▬▬ ▬▬▬▬▬ ▬▬ ▬▬▬▬ ▬▬▬ ▬▬ ▬▬▬▬▬ ▬▬▬▬ ▬▬ ▬▬▬ ▬▬▬▬ ▬▬▬ ▬▬▬▬ ▬▬ ▬▬▬▬▬ ▬▬▬ ▬▬▬▬ ▬▬ ▬▬▬ ▬▬▬▬▬ ▬▬ ▬▬▬▬ ▬▬▬ ▬▬ ▬▬▬▬▬ ▬▬▬▬ ▬▬ ▬▬▬ ▬▬▬▬ ▬▬▬ ▬▬▬▬ ▬▬ ▬▬▬▬▬ ▬▬▬ ▬▬▬▬ ▬▬ ▬▬▬ ▬▬▬▬▬ ▬▬ ▬▬▬▬ ▬▬▬ ▬▬ ▬▬▬▬▬ ▬▬▬▬ ▬▬ ▬▬▬ ▬▬▬▬	[221, 59, 321, 143]
ad-headline: ARE YOU ANXIOUS TO ACQUIRE A SMALL HOMESTEAD IN A SUNNY AND BEAUTIFUL CLIME, WHICH IS NOT EQUALLED IN THE WORLD?	[10, 167, 108, 208]
illegible-small-print: ▬▬▬ ▬▬▬▬ ▬▬ ▬▬▬▬▬ ▬▬▬ ▬▬▬▬ ▬▬ ▬▬▬ ▬▬▬▬▬ ▬▬ ▬▬▬▬ ▬▬▬ ▬▬ ▬▬▬▬▬ ▬▬▬▬ ▬▬ ▬▬▬ ▬▬▬▬ ▬▬▬ ▬▬▬▬ ▬▬ ▬▬▬▬▬ ▬▬▬ ▬▬▬▬ ▬▬ ▬▬▬ ▬▬▬▬▬ ▬▬ ▬▬▬▬ ▬▬▬ ▬▬ ▬▬▬▬▬ ▬▬▬▬ ▬▬ ▬▬▬ ▬▬▬▬ ▬▬▬ ▬▬▬▬ ▬▬ ▬▬▬▬▬ ▬▬▬ ▬▬▬▬ ▬▬ ▬▬▬ ▬▬▬▬▬ ▬▬ ▬▬▬▬ ▬▬▬ ▬▬ ▬▬▬▬▬ ▬▬▬▬ ▬▬ ▬▬▬ ▬▬▬▬ ▬▬▬ ▬▬▬▬ ▬▬ ▬▬▬▬▬ ▬▬▬ ▬▬▬▬ ▬▬ ▬▬▬ ▬▬▬▬▬ ▬▬ ▬▬▬▬ ▬▬▬ ▬▬ ▬▬▬▬▬ ▬▬▬▬ ▬▬ ▬▬▬ ▬▬▬▬ ▬▬▬ ▬▬▬▬ ▬▬ ▬▬▬▬▬ ▬▬▬ ▬▬▬▬ ▬▬ ▬▬▬ ▬▬▬▬▬ ▬▬ ▬▬▬▬ ▬▬▬ ▬▬ ▬▬▬▬▬ ▬▬▬▬ ▬▬ ▬▬▬ ▬▬▬▬	[115, 113, 215, 219]
illegible-small-print: ▬▬▬ ▬▬▬▬ ▬▬ ▬▬▬▬▬ ▬▬▬ ▬▬▬▬ ▬▬ ▬▬▬ ▬▬▬▬▬ ▬▬ ▬▬▬▬ ▬▬▬ ▬▬ ▬▬▬▬▬ ▬▬▬▬ ▬▬ ▬▬▬ ▬▬▬▬ ▬▬▬ ▬▬▬▬ ▬▬ ▬▬▬▬▬ ▬▬▬ ▬▬▬▬ ▬▬ ▬▬▬ ▬▬▬▬▬ ▬▬ ▬▬▬▬ ▬▬▬ ▬▬ ▬▬▬▬▬ ▬▬▬▬ ▬▬ ▬▬▬ ▬▬▬▬ ▬▬▬ ▬▬▬▬ ▬▬ ▬▬▬▬▬ ▬▬▬ ▬▬▬▬ ▬▬ ▬▬▬ ▬▬▬▬▬ ▬▬ ▬▬▬▬ ▬▬▬ ▬▬ ▬▬▬▬▬ ▬▬▬▬ ▬▬ ▬▬▬ ▬▬▬▬	[327, 833, 427, 899]
illegible-small-print: ▬▬▬ ▬▬▬▬ ▬▬ ▬▬▬▬▬ ▬▬▬ ▬▬▬▬ ▬▬ ▬▬▬ ▬▬▬▬▬ ▬▬ ▬▬▬▬ ▬▬▬ ▬▬ ▬▬▬▬▬ ▬▬▬▬ ▬▬ ▬▬▬ ▬▬▬▬ ▬▬▬ ▬▬▬▬ ▬▬ ▬▬▬▬▬ ▬▬▬ ▬▬▬▬ ▬▬ ▬▬▬ ▬▬▬▬▬ ▬▬ ▬▬▬▬ ▬▬▬ ▬▬ ▬▬▬▬▬ ▬▬▬▬ ▬▬ ▬▬▬ ▬▬▬▬ ▬▬▬ ▬▬▬▬ ▬▬ ▬▬▬▬▬ ▬▬▬ ▬▬▬▬ ▬▬ ▬▬▬ ▬▬▬▬▬ ▬▬ ▬▬▬▬ ▬▬▬ ▬▬ ▬▬▬▬▬ ▬▬▬▬ ▬▬ ▬▬▬ ▬▬▬▬ ▬▬▬ ▬▬▬▬ ▬▬ ▬▬▬▬▬ ▬▬▬ ▬▬▬▬ ▬▬ ▬▬▬ ▬▬▬▬▬ ▬▬ ▬▬▬▬ ▬▬▬ ▬▬ ▬▬▬▬▬ ▬▬▬▬ ▬▬ ▬▬▬ ▬▬▬▬ ▬▬▬ ▬▬▬▬ ▬▬ ▬▬▬▬▬ ▬▬▬ ▬▬▬▬ ▬▬ ▬▬▬ ▬▬▬▬▬ ▬▬ ▬▬▬▬ ▬▬▬ ▬▬ ▬▬▬▬▬ ▬▬▬▬ ▬▬ ▬▬▬ ▬▬▬▬ ▬▬▬ ▬▬▬▬ ▬▬ ▬▬▬▬▬ ▬▬▬ ▬▬▬▬ ▬▬ ▬▬▬ ▬▬▬▬▬ ▬▬ ▬▬▬▬ ▬▬▬ ▬▬ ▬▬▬▬▬ ▬▬▬▬ ▬▬ ▬▬▬ ▬▬▬▬	[433, 127, 533, 251]
ad-headline: AUCTION SALE OF UNIQUE PROPERTY.	[543, 167, 635, 181]
ad-headline: ADDINGTON SALE.	[134, 1452, 196, 1460]
ad-headline: IN OUR LAND SALE ROOMS, 35 WORCESTER STREET, ON WEDNESDAY, 10th JUNE, 1925, AT 2 P.M.	[435, 990, 530, 1017]
ad-headline: A. E. HARRIS, Managing Director.	[761, 513, 841, 528]
ad-headline: CHRISTCHURCH PRESS CO.	[755, 2526, 848, 2534]
illegible-small-print: ▬▬▬ ▬▬▬▬ ▬▬ ▬▬▬▬▬ ▬▬▬ ▬▬▬▬ ▬▬ ▬▬▬ ▬▬▬▬▬ ▬▬ ▬▬▬▬ ▬▬▬ ▬▬ ▬▬▬▬▬ ▬▬▬▬ ▬▬ ▬▬▬ ▬▬▬▬ ▬▬▬ ▬▬▬▬ ▬▬ ▬▬▬▬▬ ▬▬▬ ▬▬▬▬ ▬▬ ▬▬▬ ▬▬▬▬▬ ▬▬ ▬▬▬▬ ▬▬▬ ▬▬ ▬▬▬▬▬ ▬▬▬▬ ▬▬ ▬▬▬ ▬▬▬▬ ▬▬▬ ▬▬▬▬ ▬▬ ▬▬▬▬▬ ▬▬▬ ▬▬▬▬ ▬▬ ▬▬▬ ▬▬▬▬▬ ▬▬ ▬▬▬▬ ▬▬▬ ▬▬ ▬▬▬▬▬ ▬▬▬▬ ▬▬ ▬▬▬ ▬▬▬▬ ▬▬▬ ▬▬▬▬ ▬▬ ▬▬▬▬▬ ▬▬▬ ▬▬▬▬ ▬▬ ▬▬▬ ▬▬▬▬▬ ▬▬ ▬▬▬▬ ▬▬▬ ▬▬ ▬▬▬▬▬ ▬▬▬▬ ▬▬ ▬▬▬ ▬▬▬▬ ▬▬▬ ▬▬▬▬ ▬▬ ▬▬▬▬▬ ▬▬▬ ▬▬▬▬ ▬▬ ▬▬▬ ▬▬▬▬▬ ▬▬ ▬▬▬▬ ▬▬▬ ▬▬ ▬▬▬▬▬ ▬▬▬▬ ▬▬ ▬▬▬ ▬▬▬▬	[221, 708, 321, 814]
ad-signature: H. MATSON and CO.	[161, 219, 215, 226]
ad-signature: JOSEPH HAMLET and COMPANY, Auctioneers.	[447, 1141, 533, 1154]
illegible-small-print: ▬▬▬ ▬▬▬▬ ▬▬ ▬▬▬▬▬ ▬▬▬ ▬▬▬▬ ▬▬ ▬▬▬ ▬▬▬▬▬ ▬▬ ▬▬▬▬ ▬▬▬ ▬▬ ▬▬▬▬▬ ▬▬▬▬ ▬▬ ▬▬▬ ▬▬▬▬ ▬▬▬ ▬▬▬▬ ▬▬ ▬▬▬▬▬ ▬▬▬ ▬▬▬▬ ▬▬ ▬▬▬ ▬▬▬▬▬ ▬▬ ▬▬▬▬ ▬▬▬ ▬▬ ▬▬▬▬▬ ▬▬▬▬ ▬▬ ▬▬▬ ▬▬▬▬ ▬▬▬ ▬▬▬▬ ▬▬ ▬▬▬▬▬ ▬▬▬ ▬▬▬▬ ▬▬ ▬▬▬ ▬▬▬▬▬ ▬▬ ▬▬▬▬ ▬▬▬ ▬▬ ▬▬▬▬▬ ▬▬▬▬ ▬▬ ▬▬▬ ▬▬▬▬ ▬▬▬ ▬▬▬▬ ▬▬ ▬▬▬▬▬ ▬▬▬ ▬▬▬▬ ▬▬ ▬▬▬ ▬▬▬▬▬ ▬▬ ▬▬▬▬ ▬▬▬ ▬▬ ▬▬▬▬▬ ▬▬▬▬ ▬▬ ▬▬▬ ▬▬▬▬ ▬▬▬ ▬▬▬▬ ▬▬ ▬▬▬▬▬ ▬▬▬ ▬▬▬▬ ▬▬ ▬▬▬ ▬▬▬▬▬ ▬▬ ▬▬▬▬ ▬▬▬ ▬▬ ▬▬▬▬▬ ▬▬▬▬ ▬▬ ▬▬▬ ▬▬▬▬ ▬▬▬ ▬▬▬▬ ▬▬ ▬▬▬▬▬ ▬▬▬ ▬▬▬▬ ▬▬ ▬▬▬ ▬▬▬▬▬ ▬▬ ▬▬▬▬ ▬▬▬ ▬▬ ▬▬▬▬▬ ▬▬▬▬ ▬▬ ▬▬▬ ▬▬▬▬	[221, 1772, 321, 1896]
ad-signature: DALGETY and CO., LTD.	[153, 1641, 215, 1648]
illegible-small-print: ▬▬▬ ▬▬▬▬ ▬▬ ▬▬▬▬▬ ▬▬▬ ▬▬▬▬ ▬▬ ▬▬▬ ▬▬▬▬▬ ▬▬ ▬▬▬▬ ▬▬▬ ▬▬ ▬▬▬▬▬ ▬▬▬▬ ▬▬ ▬▬▬ ▬▬▬▬ ▬▬▬ ▬▬▬▬ ▬▬ ▬▬▬▬▬ ▬▬▬ ▬▬▬▬ ▬▬ ▬▬▬ ▬▬▬▬▬ ▬▬ ▬▬▬▬ ▬▬▬ ▬▬ ▬▬▬▬▬ ▬▬▬▬ ▬▬ ▬▬▬ ▬▬▬▬	[221, 1149, 321, 1192]
illegible-small-print: ▬▬▬ ▬▬▬▬ ▬▬ ▬▬▬▬▬ ▬▬▬ ▬▬▬▬ ▬▬ ▬▬▬ ▬▬▬▬▬ ▬▬ ▬▬▬▬ ▬▬▬ ▬▬ ▬▬▬▬▬ ▬▬▬▬ ▬▬ ▬▬▬ ▬▬▬▬ ▬▬▬ ▬▬▬▬ ▬▬ ▬▬▬▬▬ ▬▬▬ ▬▬▬▬ ▬▬ ▬▬▬ ▬▬▬▬▬ ▬▬ ▬▬▬▬ ▬▬▬ ▬▬ ▬▬▬▬▬ ▬▬▬▬ ▬▬ ▬▬▬ ▬▬▬▬	[115, 1810, 215, 1851]
ad-signature: PYNE, GOULD, GUINNESS, LTD., Land Department.	[221, 1041, 321, 1053]
ad-headline: TERMS ONLY £80 DOWN.	[547, 1399, 631, 1407]
illegible-small-print: ▬▬▬ ▬▬▬▬ ▬▬ ▬▬▬▬▬ ▬▬▬ ▬▬▬▬ ▬▬ ▬▬▬ ▬▬▬▬▬ ▬▬ ▬▬▬▬ ▬▬▬ ▬▬ ▬▬▬▬▬ ▬▬▬▬ ▬▬ ▬▬▬ ▬▬▬▬ ▬▬▬ ▬▬▬▬ ▬▬ ▬▬▬▬▬ ▬▬▬ ▬▬▬▬ ▬▬ ▬▬▬ ▬▬▬▬▬ ▬▬ ▬▬▬▬ ▬▬▬ ▬▬ ▬▬▬▬▬ ▬▬▬▬ ▬▬ ▬▬▬ ▬▬▬▬ ▬▬▬ ▬▬▬▬ ▬▬ ▬▬▬▬▬ ▬▬▬ ▬▬▬▬ ▬▬ ▬▬▬ ▬▬▬▬▬ ▬▬ ▬▬▬▬ ▬▬▬ ▬▬ ▬▬▬▬▬ ▬▬▬▬ ▬▬ ▬▬▬ ▬▬▬▬	[433, 538, 533, 603]
ad-headline: PILKINGTON'S	[777, 914, 826, 922]
white-star-logo-icon: ★	[793, 1695, 810, 1717]
ad-headline: BANKS PENINSULA, FAMOUS GRAZING LAND.	[10, 1218, 108, 1232]
ad-headline: OPEN HANGIORA, TUESDAYS, 10 to 4.	[540, 1220, 638, 1234]
illegible-small-print: ▬▬▬ ▬▬▬▬ ▬▬ ▬▬▬▬▬ ▬▬▬ ▬▬▬▬ ▬▬ ▬▬▬ ▬▬▬▬▬ ▬▬ ▬▬▬▬ ▬▬▬ ▬▬ ▬▬▬▬▬ ▬▬▬▬ ▬▬ ▬▬▬ ▬▬▬▬ ▬▬▬ ▬▬▬▬ ▬▬ ▬▬▬▬▬ ▬▬▬ ▬▬▬▬ ▬▬ ▬▬▬ ▬▬▬▬▬ ▬▬ ▬▬▬▬ ▬▬▬ ▬▬ ▬▬▬▬▬ ▬▬▬▬ ▬▬ ▬▬▬ ▬▬▬▬ ▬▬▬ ▬▬▬▬ ▬▬ ▬▬▬▬▬ ▬▬▬ ▬▬▬▬ ▬▬ ▬▬▬ ▬▬▬▬▬ ▬▬ ▬▬▬▬ ▬▬▬ ▬▬ ▬▬▬▬▬ ▬▬▬▬ ▬▬ ▬▬▬ ▬▬▬▬ ▬▬▬ ▬▬▬▬ ▬▬ ▬▬▬▬▬ ▬▬▬ ▬▬▬▬ ▬▬ ▬▬▬ ▬▬▬▬▬ ▬▬ ▬▬▬▬ ▬▬▬ ▬▬ ▬▬▬▬▬ ▬▬▬▬ ▬▬ ▬▬▬ ▬▬▬▬ ▬▬▬ ▬▬▬▬ ▬▬ ▬▬▬▬▬ ▬▬▬ ▬▬▬▬ ▬▬ ▬▬▬ ▬▬▬▬▬ ▬▬ ▬▬▬▬ ▬▬▬ ▬▬ ▬▬▬▬▬ ▬▬▬▬ ▬▬ ▬▬▬ ▬▬▬▬	[327, 358, 427, 465]
ad-signature: H. MATSON and CO., Cashel street, Christchurch.	[18, 525, 109, 537]
ad-headline: AUCTION SALE OF BUNGALOW.	[240, 45, 302, 59]
illegible-small-print: ▬▬▬ ▬▬▬▬ ▬▬ ▬▬▬▬▬ ▬▬▬ ▬▬▬▬ ▬▬ ▬▬▬ ▬▬▬▬▬ ▬▬ ▬▬▬▬ ▬▬▬ ▬▬ ▬▬▬▬▬ ▬▬▬▬ ▬▬ ▬▬▬ ▬▬▬▬ ▬▬▬ ▬▬▬▬ ▬▬ ▬▬▬▬▬ ▬▬▬ ▬▬▬▬ ▬▬ ▬▬▬ ▬▬▬▬▬ ▬▬ ▬▬▬▬ ▬▬▬ ▬▬ ▬▬▬▬▬ ▬▬▬▬ ▬▬ ▬▬▬ ▬▬▬▬ ▬▬▬ ▬▬▬▬ ▬▬ ▬▬▬▬▬ ▬▬▬ ▬▬▬▬ ▬▬ ▬▬▬ ▬▬▬▬▬ ▬▬ ▬▬▬▬ ▬▬▬ ▬▬ ▬▬▬▬▬ ▬▬▬▬ ▬▬ ▬▬▬ ▬▬▬▬ ▬▬▬ ▬▬▬▬ ▬▬ ▬▬▬▬▬ ▬▬▬ ▬▬▬▬ ▬▬ ▬▬▬ ▬▬▬▬▬ ▬▬ ▬▬▬▬ ▬▬▬ ▬▬ ▬▬▬▬▬ ▬▬▬▬ ▬▬ ▬▬▬ ▬▬▬▬ ▬▬▬ ▬▬▬▬ ▬▬ ▬▬▬▬▬ ▬▬▬ ▬▬▬▬ ▬▬ ▬▬▬ ▬▬▬▬▬ ▬▬ ▬▬▬▬ ▬▬▬ ▬▬ ▬▬▬▬▬ ▬▬▬▬ ▬▬ ▬▬▬ ▬▬▬▬	[9, 1107, 109, 1213]
illegible-small-print: ▬▬▬ ▬▬▬▬ ▬▬ ▬▬▬▬▬ ▬▬▬ ▬▬▬▬ ▬▬ ▬▬▬ ▬▬▬▬▬ ▬▬ ▬▬▬▬ ▬▬▬ ▬▬ ▬▬▬▬▬ ▬▬▬▬ ▬▬ ▬▬▬ ▬▬▬▬ ▬▬▬ ▬▬▬▬ ▬▬ ▬▬▬▬▬ ▬▬▬ ▬▬▬▬ ▬▬ ▬▬▬ ▬▬▬▬▬ ▬▬ ▬▬▬▬ ▬▬▬ ▬▬ ▬▬▬▬▬ ▬▬▬▬ ▬▬ ▬▬▬ ▬▬▬▬ ▬▬▬ ▬▬▬▬ ▬▬ ▬▬▬▬▬ ▬▬▬ ▬▬▬▬ ▬▬ ▬▬▬ ▬▬▬▬▬ ▬▬ ▬▬▬▬ ▬▬▬ ▬▬ ▬▬▬▬▬ ▬▬▬▬ ▬▬ ▬▬▬ ▬▬▬▬ ▬▬▬ ▬▬▬▬ ▬▬ ▬▬▬▬▬ ▬▬▬ ▬▬▬▬ ▬▬ ▬▬▬ ▬▬▬▬▬ ▬▬ ▬▬▬▬ ▬▬▬ ▬▬ ▬▬▬▬▬ ▬▬▬▬ ▬▬ ▬▬▬ ▬▬▬▬ ▬▬▬ ▬▬▬▬ ▬▬ ▬▬▬▬▬ ▬▬▬ ▬▬▬▬ ▬▬ ▬▬▬ ▬▬▬▬▬ ▬▬ ▬▬▬▬ ▬▬▬ ▬▬ ▬▬▬▬▬ ▬▬▬▬ ▬▬ ▬▬▬ ▬▬▬▬	[115, 1461, 215, 1567]
ad-headline: £1040—ST. ALBANS WEST.	[652, 1509, 739, 1516]
column-7	[642, 25, 748, 1955]
ad-headline: MAP OF CHRISTCHURCH	[759, 2220, 843, 2228]
masthead	[6, 3, 854, 25]
illegible-small-print: ▬▬▬ ▬▬▬▬ ▬▬ ▬▬▬▬▬ ▬▬▬ ▬▬▬▬ ▬▬ ▬▬▬ ▬▬▬▬▬ ▬▬ ▬▬▬▬ ▬▬▬ ▬▬ ▬▬▬▬▬ ▬▬▬▬ ▬▬ ▬▬▬ ▬▬▬▬ ▬▬▬ ▬▬▬▬ ▬▬ ▬▬▬▬▬ ▬▬▬ ▬▬▬▬ ▬▬ ▬▬▬ ▬▬▬▬▬ ▬▬ ▬▬▬▬ ▬▬▬ ▬▬ ▬▬▬▬▬ ▬▬▬▬ ▬▬ ▬▬▬ ▬▬▬▬ ▬▬▬ ▬▬▬▬ ▬▬ ▬▬▬▬▬ ▬▬▬ ▬▬▬▬ ▬▬ ▬▬▬ ▬▬▬▬▬ ▬▬ ▬▬▬▬ ▬▬▬ ▬▬ ▬▬▬▬▬ ▬▬▬▬ ▬▬ ▬▬▬ ▬▬▬▬	[115, 226, 215, 291]
illegible-small-print: ▬▬▬ ▬▬▬▬ ▬▬ ▬▬▬▬▬ ▬▬▬ ▬▬▬▬ ▬▬ ▬▬▬ ▬▬▬▬▬ ▬▬ ▬▬▬▬ ▬▬▬ ▬▬ ▬▬▬▬▬ ▬▬▬▬ ▬▬ ▬▬▬ ▬▬▬▬ ▬▬▬ ▬▬▬▬ ▬▬ ▬▬▬▬▬ ▬▬▬ ▬▬▬▬ ▬▬ ▬▬▬ ▬▬▬▬▬ ▬▬ ▬▬▬▬ ▬▬▬ ▬▬ ▬▬▬▬▬ ▬▬▬▬ ▬▬ ▬▬▬ ▬▬▬▬ ▬▬▬ ▬▬▬▬ ▬▬ ▬▬▬▬▬ ▬▬▬ ▬▬▬▬ ▬▬ ▬▬▬ ▬▬▬▬▬ ▬▬ ▬▬▬▬ ▬▬▬ ▬▬ ▬▬▬▬▬ ▬▬▬▬ ▬▬ ▬▬▬ ▬▬▬▬ ▬▬▬ ▬▬▬▬ ▬▬ ▬▬▬▬▬ ▬▬▬ ▬▬▬▬ ▬▬ ▬▬▬ ▬▬▬▬▬ ▬▬ ▬▬▬▬ ▬▬▬ ▬▬ ▬▬▬▬▬ ▬▬▬▬ ▬▬ ▬▬▬ ▬▬▬▬ ▬▬▬ ▬▬▬▬ ▬▬ ▬▬▬▬▬ ▬▬▬ ▬▬▬▬ ▬▬ ▬▬▬ ▬▬▬▬▬ ▬▬ ▬▬▬▬ ▬▬▬ ▬▬ ▬▬▬▬▬ ▬▬▬▬ ▬▬ ▬▬▬ ▬▬▬▬ ▬▬▬ ▬▬▬▬ ▬▬ ▬▬▬▬▬ ▬▬▬ ▬▬▬▬ ▬▬ ▬▬▬ ▬▬▬▬▬ ▬▬ ▬▬▬▬ ▬▬▬ ▬▬ ▬▬▬▬▬ ▬▬▬▬ ▬▬ ▬▬▬ ▬▬▬▬	[539, 269, 639, 393]
ad-headline: TRAVEL IN NEW, RELIABLE CADILLAC CARS.	[756, 311, 847, 325]
ad-headline: £1850—HAWTHORNE ROAD.	[436, 1372, 530, 1380]
ad-signature: McKENZIE AND WILLIS.	[363, 763, 427, 770]
illegible-small-print: ▬▬▬ ▬▬▬▬ ▬▬ ▬▬▬▬▬ ▬▬▬ ▬▬▬▬ ▬▬ ▬▬▬ ▬▬▬▬▬ ▬▬ ▬▬▬▬ ▬▬▬ ▬▬ ▬▬▬▬▬ ▬▬▬▬ ▬▬ ▬▬▬ ▬▬▬▬ ▬▬▬ ▬▬▬▬ ▬▬ ▬▬▬▬▬ ▬▬▬ ▬▬▬▬ ▬▬ ▬▬▬ ▬▬▬▬▬ ▬▬ ▬▬▬▬ ▬▬▬ ▬▬ ▬▬▬▬▬ ▬▬▬▬ ▬▬ ▬▬▬ ▬▬▬▬ ▬▬▬ ▬▬▬▬ ▬▬ ▬▬▬▬▬ ▬▬▬ ▬▬▬▬ ▬▬ ▬▬▬ ▬▬▬▬▬ ▬▬ ▬▬▬▬ ▬▬▬ ▬▬ ▬▬▬▬▬ ▬▬▬▬ ▬▬ ▬▬▬ ▬▬▬▬ ▬▬▬ ▬▬▬▬ ▬▬ ▬▬▬▬▬ ▬▬▬ ▬▬▬▬ ▬▬ ▬▬▬ ▬▬▬▬▬ ▬▬ ▬▬▬▬ ▬▬▬ ▬▬ ▬▬▬▬▬ ▬▬▬▬ ▬▬ ▬▬▬ ▬▬▬▬ ▬▬▬ ▬▬▬▬ ▬▬ ▬▬▬▬▬ ▬▬▬ ▬▬▬▬ ▬▬ ▬▬▬ ▬▬▬▬▬ ▬▬ ▬▬▬▬ ▬▬▬ ▬▬ ▬▬▬▬▬ ▬▬▬▬ ▬▬ ▬▬▬ ▬▬▬▬	[539, 529, 639, 636]
ad-headline: CASHMERE HILLS.	[239, 1573, 303, 1580]
ad-headline: JUST OVER BEALEY AVENUE.	[222, 2047, 319, 2055]
ad-headline: MAHOGANY FURNITURE.	[441, 119, 525, 127]
ad-headline: ONE OF THE FINEST FATTENING AND CROPPING FARMS IN CANTERBURY.	[12, 583, 106, 604]
advertiser-heading: HARMAN AND STEVENS, LIMITED.	[645, 309, 744, 322]
ad-headline: N.Z. FARMERS' CO-OP. ASSOCIATION, LIMITED.	[337, 1157, 418, 1171]
ad-headline: MODERN HOUSE AND 2½ ACRES, SITUATED HORNSBY.	[222, 642, 320, 657]
ad-divider	[332, 814, 422, 815]
ad-divider	[14, 1705, 103, 1706]
illegible-small-print: ▬▬▬ ▬▬▬▬ ▬▬ ▬▬▬▬▬ ▬▬▬ ▬▬▬▬ ▬▬ ▬▬▬ ▬▬▬▬▬ ▬▬ ▬▬▬▬ ▬▬▬ ▬▬ ▬▬▬▬▬ ▬▬▬▬ ▬▬ ▬▬▬ ▬▬▬▬ ▬▬▬ ▬▬▬▬ ▬▬ ▬▬▬▬▬ ▬▬▬ ▬▬▬▬ ▬▬ ▬▬▬ ▬▬▬▬▬ ▬▬ ▬▬▬▬ ▬▬▬ ▬▬ ▬▬▬▬▬ ▬▬▬▬ ▬▬ ▬▬▬ ▬▬▬▬ ▬▬▬ ▬▬▬▬ ▬▬ ▬▬▬▬▬ ▬▬▬ ▬▬▬▬ ▬▬ ▬▬▬ ▬▬▬▬▬ ▬▬ ▬▬▬▬ ▬▬▬ ▬▬ ▬▬▬▬▬ ▬▬▬▬ ▬▬ ▬▬▬ ▬▬▬▬ ▬▬▬ ▬▬▬▬ ▬▬ ▬▬▬▬▬ ▬▬▬ ▬▬▬▬ ▬▬ ▬▬▬ ▬▬▬▬▬ ▬▬ ▬▬▬▬ ▬▬▬ ▬▬ ▬▬▬▬▬ ▬▬▬▬ ▬▬ ▬▬▬ ▬▬▬▬ ▬▬▬ ▬▬▬▬ ▬▬ ▬▬▬▬▬ ▬▬▬ ▬▬▬▬ ▬▬ ▬▬▬ ▬▬▬▬▬ ▬▬ ▬▬▬▬ ▬▬▬ ▬▬ ▬▬▬▬▬ ▬▬▬▬ ▬▬ ▬▬▬ ▬▬▬▬ ▬▬▬ ▬▬▬▬ ▬▬ ▬▬▬▬▬ ▬▬▬ ▬▬▬▬ ▬▬ ▬▬▬ ▬▬▬▬▬ ▬▬ ▬▬▬▬ ▬▬▬ ▬▬ ▬▬▬▬▬ ▬▬▬▬ ▬▬ ▬▬▬ ▬▬▬▬	[115, 773, 215, 898]
ad-headline: CLEARING SALE.	[137, 45, 193, 52]
ad-headline: £1600.	[256, 1996, 286, 2005]
ad-divider	[544, 491, 634, 492]
ad-headline: MOUNTED ON CALICO: 6s EACH.	[758, 2428, 845, 2442]
advertiser-heading: PILES—INSTANT RELIEF GIVEN.	[433, 1743, 533, 1750]
illegible-small-print: ▬▬▬ ▬▬▬▬ ▬▬ ▬▬▬▬▬ ▬▬▬ ▬▬▬▬ ▬▬ ▬▬▬ ▬▬▬▬▬ ▬▬ ▬▬▬▬ ▬▬▬ ▬▬ ▬▬▬▬▬ ▬▬▬▬ ▬▬ ▬▬▬ ▬▬▬▬ ▬▬▬ ▬▬▬▬ ▬▬ ▬▬▬▬▬ ▬▬▬ ▬▬▬▬ ▬▬ ▬▬▬ ▬▬▬▬▬ ▬▬ ▬▬▬▬ ▬▬▬ ▬▬ ▬▬▬▬▬ ▬▬▬▬ ▬▬ ▬▬▬ ▬▬▬▬	[751, 683, 851, 725]
ad-headline: SPECIAL MORTGAGEE'S SALE.	[549, 1277, 629, 1291]
ad-headline: TO CLOSE DECEASED ESTATE.	[659, 1091, 731, 1105]
column-1	[6, 25, 112, 1702]
ad-signature: JONES, McCROSTIE COMPANY, LTD., Auctioneers.	[543, 393, 639, 405]
column-header: AUCTIONS.	[645, 25, 744, 35]
illegible-small-print: ▬▬▬ ▬▬▬▬ ▬▬ ▬▬▬▬▬ ▬▬▬ ▬▬▬▬ ▬▬ ▬▬▬ ▬▬▬▬▬ ▬▬ ▬▬▬▬ ▬▬▬ ▬▬ ▬▬▬▬▬ ▬▬▬▬ ▬▬ ▬▬▬ ▬▬▬▬ ▬▬▬ ▬▬▬▬ ▬▬ ▬▬▬▬▬ ▬▬▬ ▬▬▬▬ ▬▬ ▬▬▬ ▬▬▬▬▬ ▬▬ ▬▬▬▬ ▬▬▬ ▬▬ ▬▬▬▬▬ ▬▬▬▬ ▬▬ ▬▬▬ ▬▬▬▬ ▬▬▬ ▬▬▬▬ ▬▬ ▬▬▬▬▬ ▬▬▬ ▬▬▬▬ ▬▬ ▬▬▬ ▬▬▬▬▬ ▬▬ ▬▬▬▬ ▬▬▬ ▬▬ ▬▬▬▬▬ ▬▬▬▬ ▬▬ ▬▬▬ ▬▬▬▬ ▬▬▬ ▬▬▬▬ ▬▬ ▬▬▬▬▬ ▬▬▬ ▬▬▬▬ ▬▬ ▬▬▬ ▬▬▬▬▬ ▬▬ ▬▬▬▬ ▬▬▬ ▬▬ ▬▬▬▬▬ ▬▬▬▬ ▬▬ ▬▬▬ ▬▬▬▬	[751, 177, 851, 259]
ad-headline: SUNNY, SHELTERED CORNER SECTION.	[222, 143, 320, 157]
ad-signature: H. MATSON and CO.	[161, 573, 215, 580]
ad-headline: AKAROA.	[786, 674, 817, 682]
ad-body-text: 100 ACRES, situated in the Ellesmere district. Exceptionally good cropping or dairying land, and it is clean.	[9, 1039, 109, 1058]
advertiser-heading: H. G. LIVINGSTONE & CO.	[434, 37, 533, 45]
illegible-small-print: ▬▬▬ ▬▬▬▬ ▬▬ ▬▬▬▬▬ ▬▬▬ ▬▬▬▬ ▬▬ ▬▬▬ ▬▬▬▬▬ ▬▬ ▬▬▬▬ ▬▬▬ ▬▬ ▬▬▬▬▬ ▬▬▬▬ ▬▬ ▬▬▬ ▬▬▬▬ ▬▬▬ ▬▬▬▬ ▬▬ ▬▬▬▬▬ ▬▬▬ ▬▬▬▬ ▬▬ ▬▬▬ ▬▬▬▬▬ ▬▬ ▬▬▬▬ ▬▬▬ ▬▬ ▬▬▬▬▬ ▬▬▬▬ ▬▬ ▬▬▬ ▬▬▬▬ ▬▬▬ ▬▬▬▬ ▬▬ ▬▬▬▬▬ ▬▬▬ ▬▬▬▬ ▬▬ ▬▬▬ ▬▬▬▬▬ ▬▬ ▬▬▬▬ ▬▬▬ ▬▬ ▬▬▬▬▬ ▬▬▬▬ ▬▬ ▬▬▬ ▬▬▬▬ ▬▬▬ ▬▬▬▬ ▬▬ ▬▬▬▬▬ ▬▬▬ ▬▬▬▬ ▬▬ ▬▬▬ ▬▬▬▬▬ ▬▬ ▬▬▬▬ ▬▬▬ ▬▬ ▬▬▬▬▬ ▬▬▬▬ ▬▬ ▬▬▬ ▬▬▬▬	[751, 1964, 851, 2047]
ad-headline: AKAROA.	[786, 1318, 817, 1326]
ad-headline: NELSON AND WEST COAST.	[755, 168, 847, 176]
illegible-small-print: ▬▬▬ ▬▬▬▬ ▬▬ ▬▬▬▬▬ ▬▬▬ ▬▬▬▬ ▬▬ ▬▬▬ ▬▬▬▬▬ ▬▬ ▬▬▬▬ ▬▬▬ ▬▬ ▬▬▬▬▬ ▬▬▬▬ ▬▬ ▬▬▬ ▬▬▬▬ ▬▬▬ ▬▬▬▬ ▬▬ ▬▬▬▬▬ ▬▬▬ ▬▬▬▬ ▬▬ ▬▬▬ ▬▬▬▬▬ ▬▬ ▬▬▬▬ ▬▬▬ ▬▬ ▬▬▬▬▬ ▬▬▬▬ ▬▬ ▬▬▬ ▬▬▬▬ ▬▬▬ ▬▬▬▬ ▬▬ ▬▬▬▬▬ ▬▬▬ ▬▬▬▬ ▬▬ ▬▬▬ ▬▬▬▬▬ ▬▬ ▬▬▬▬ ▬▬▬ ▬▬ ▬▬▬▬▬ ▬▬▬▬ ▬▬ ▬▬▬ ▬▬▬▬ ▬▬▬ ▬▬▬▬ ▬▬ ▬▬▬▬▬ ▬▬▬ ▬▬▬▬ ▬▬ ▬▬▬ ▬▬▬▬▬ ▬▬ ▬▬▬▬ ▬▬▬ ▬▬ ▬▬▬▬▬ ▬▬▬▬ ▬▬ ▬▬▬ ▬▬▬▬ ▬▬▬ ▬▬▬▬ ▬▬ ▬▬▬▬▬ ▬▬▬ ▬▬▬▬ ▬▬ ▬▬▬ ▬▬▬▬▬ ▬▬ ▬▬▬▬ ▬▬▬ ▬▬ ▬▬▬▬▬ ▬▬▬▬ ▬▬ ▬▬▬ ▬▬▬▬ ▬▬▬ ▬▬▬▬ ▬▬ ▬▬▬▬▬ ▬▬▬ ▬▬▬▬ ▬▬ ▬▬▬ ▬▬▬▬▬ ▬▬ ▬▬▬▬ ▬▬▬ ▬▬ ▬▬▬▬▬ ▬▬▬▬ ▬▬ ▬▬▬ ▬▬▬▬	[9, 807, 109, 931]
illegible-small-print: ▬▬▬ ▬▬▬▬ ▬▬ ▬▬▬▬▬ ▬▬▬ ▬▬▬▬ ▬▬ ▬▬▬ ▬▬▬▬▬ ▬▬ ▬▬▬▬ ▬▬▬ ▬▬ ▬▬▬▬▬ ▬▬▬▬ ▬▬ ▬▬▬ ▬▬▬▬ ▬▬▬ ▬▬▬▬ ▬▬ ▬▬▬▬▬ ▬▬▬ ▬▬▬▬ ▬▬ ▬▬▬ ▬▬▬▬▬ ▬▬ ▬▬▬▬ ▬▬▬ ▬▬ ▬▬▬▬▬ ▬▬▬▬ ▬▬ ▬▬▬ ▬▬▬▬	[751, 269, 851, 310]
illegible-small-print: ▬▬▬ ▬▬▬▬ ▬▬ ▬▬▬▬▬ ▬▬▬ ▬▬▬▬ ▬▬ ▬▬▬ ▬▬▬▬▬ ▬▬ ▬▬▬▬ ▬▬▬ ▬▬ ▬▬▬▬▬ ▬▬▬▬ ▬▬ ▬▬▬ ▬▬▬▬ ▬▬▬ ▬▬▬▬ ▬▬ ▬▬▬▬▬ ▬▬▬ ▬▬▬▬ ▬▬ ▬▬▬ ▬▬▬▬▬ ▬▬ ▬▬▬▬ ▬▬▬ ▬▬ ▬▬▬▬▬ ▬▬▬▬ ▬▬ ▬▬▬ ▬▬▬▬ ▬▬▬ ▬▬▬▬ ▬▬ ▬▬▬▬▬ ▬▬▬ ▬▬▬▬ ▬▬ ▬▬▬ ▬▬▬▬▬ ▬▬ ▬▬▬▬ ▬▬▬ ▬▬ ▬▬▬▬▬ ▬▬▬▬ ▬▬ ▬▬▬ ▬▬▬▬ ▬▬▬ ▬▬▬▬ ▬▬ ▬▬▬▬▬ ▬▬▬ ▬▬▬▬ ▬▬ ▬▬▬ ▬▬▬▬▬ ▬▬ ▬▬▬▬ ▬▬▬ ▬▬ ▬▬▬▬▬ ▬▬▬▬ ▬▬ ▬▬▬ ▬▬▬▬ ▬▬▬ ▬▬▬▬ ▬▬ ▬▬▬▬▬ ▬▬▬ ▬▬▬▬ ▬▬ ▬▬▬ ▬▬▬▬▬ ▬▬ ▬▬▬▬ ▬▬▬ ▬▬ ▬▬▬▬▬ ▬▬▬▬ ▬▬ ▬▬▬ ▬▬▬▬ ▬▬▬ ▬▬▬▬ ▬▬ ▬▬▬▬▬ ▬▬▬ ▬▬▬▬ ▬▬ ▬▬▬ ▬▬▬▬▬ ▬▬ ▬▬▬▬ ▬▬▬ ▬▬ ▬▬▬▬▬ ▬▬▬▬ ▬▬ ▬▬▬ ▬▬▬▬	[539, 1485, 639, 1609]
ad-headline: KAIKOURA BLENHEIM and NELSON.	[757, 1539, 846, 1553]
illegible-small-print: ▬▬▬ ▬▬▬▬ ▬▬ ▬▬▬▬▬ ▬▬▬ ▬▬▬▬ ▬▬ ▬▬▬ ▬▬▬▬▬ ▬▬ ▬▬▬▬ ▬▬▬ ▬▬ ▬▬▬▬▬ ▬▬▬▬ ▬▬ ▬▬▬ ▬▬▬▬ ▬▬▬ ▬▬▬▬ ▬▬ ▬▬▬▬▬ ▬▬▬ ▬▬▬▬ ▬▬ ▬▬▬ ▬▬▬▬▬ ▬▬ ▬▬▬▬ ▬▬▬ ▬▬ ▬▬▬▬▬ ▬▬▬▬ ▬▬ ▬▬▬ ▬▬▬▬ ▬▬▬ ▬▬▬▬ ▬▬ ▬▬▬▬▬ ▬▬▬ ▬▬▬▬ ▬▬ ▬▬▬ ▬▬▬▬▬ ▬▬ ▬▬▬▬ ▬▬▬ ▬▬ ▬▬▬▬▬ ▬▬▬▬ ▬▬ ▬▬▬ ▬▬▬▬	[645, 891, 745, 956]
illegible-small-print: ▬▬▬ ▬▬▬▬ ▬▬ ▬▬▬▬▬ ▬▬▬ ▬▬▬▬ ▬▬ ▬▬▬ ▬▬▬▬▬ ▬▬ ▬▬▬▬ ▬▬▬ ▬▬ ▬▬▬▬▬ ▬▬▬▬ ▬▬ ▬▬▬ ▬▬▬▬ ▬▬▬ ▬▬▬▬ ▬▬ ▬▬▬▬▬ ▬▬▬ ▬▬▬▬ ▬▬ ▬▬▬ ▬▬▬▬▬ ▬▬ ▬▬▬▬ ▬▬▬ ▬▬ ▬▬▬▬▬ ▬▬▬▬ ▬▬ ▬▬▬ ▬▬▬▬	[645, 1516, 745, 1559]
illegible-small-print: ▬▬▬ ▬▬▬▬ ▬▬ ▬▬▬▬▬ ▬▬▬ ▬▬▬▬ ▬▬ ▬▬▬ ▬▬▬▬▬ ▬▬ ▬▬▬▬ ▬▬▬ ▬▬ ▬▬▬▬▬ ▬▬▬▬ ▬▬ ▬▬▬ ▬▬▬▬ ▬▬▬ ▬▬▬▬ ▬▬ ▬▬▬▬▬ ▬▬▬ ▬▬▬▬ ▬▬ ▬▬▬ ▬▬▬▬▬ ▬▬ ▬▬▬▬ ▬▬▬ ▬▬ ▬▬▬▬▬ ▬▬▬▬ ▬▬ ▬▬▬ ▬▬▬▬ ▬▬▬ ▬▬▬▬ ▬▬ ▬▬▬▬▬ ▬▬▬ ▬▬▬▬ ▬▬ ▬▬▬ ▬▬▬▬▬ ▬▬ ▬▬▬▬ ▬▬▬ ▬▬ ▬▬▬▬▬ ▬▬▬▬ ▬▬ ▬▬▬ ▬▬▬▬ ▬▬▬ ▬▬▬▬ ▬▬ ▬▬▬▬▬ ▬▬▬ ▬▬▬▬ ▬▬ ▬▬▬ ▬▬▬▬▬ ▬▬ ▬▬▬▬ ▬▬▬ ▬▬ ▬▬▬▬▬ ▬▬▬▬ ▬▬ ▬▬▬ ▬▬▬▬	[115, 437, 215, 519]
ad-divider	[120, 689, 209, 690]
advertiser-heading: H. B. SORENSEN.	[540, 494, 638, 502]
ad-headline: TUESDAY, JUNE 9th, 1925.	[652, 101, 739, 109]
illegible-small-print: ▬▬▬ ▬▬▬▬ ▬▬ ▬▬▬▬▬ ▬▬▬ ▬▬▬▬ ▬▬ ▬▬▬ ▬▬▬▬▬ ▬▬ ▬▬▬▬ ▬▬▬ ▬▬ ▬▬▬▬▬ ▬▬▬▬ ▬▬ ▬▬▬ ▬▬▬▬ ▬▬▬ ▬▬▬▬ ▬▬ ▬▬▬▬▬ ▬▬▬ ▬▬▬▬ ▬▬ ▬▬▬ ▬▬▬▬▬ ▬▬ ▬▬▬▬ ▬▬▬ ▬▬ ▬▬▬▬▬ ▬▬▬▬ ▬▬ ▬▬▬ ▬▬▬▬ ▬▬▬ ▬▬▬▬ ▬▬ ▬▬▬▬▬ ▬▬▬ ▬▬▬▬ ▬▬ ▬▬▬ ▬▬▬▬▬ ▬▬ ▬▬▬▬ ▬▬▬ ▬▬ ▬▬▬▬▬ ▬▬▬▬ ▬▬ ▬▬▬ ▬▬▬▬	[539, 1407, 639, 1472]
ad-headline: £2500—RIGHT in the City.	[652, 1559, 737, 1567]
ad-headline: LARGE CORNER SECTION, CLOSE WALTHAM YARD.	[439, 523, 526, 538]
illegible-small-print: ▬▬▬ ▬▬▬▬ ▬▬ ▬▬▬▬▬ ▬▬▬ ▬▬▬▬ ▬▬ ▬▬▬ ▬▬▬▬▬ ▬▬ ▬▬▬▬ ▬▬▬ ▬▬ ▬▬▬▬▬ ▬▬▬▬ ▬▬ ▬▬▬ ▬▬▬▬ ▬▬▬ ▬▬▬▬ ▬▬ ▬▬▬▬▬ ▬▬▬ ▬▬▬▬ ▬▬ ▬▬▬ ▬▬▬▬▬ ▬▬ ▬▬▬▬ ▬▬▬ ▬▬ ▬▬▬▬▬ ▬▬▬▬ ▬▬ ▬▬▬ ▬▬▬▬ ▬▬▬ ▬▬▬▬ ▬▬ ▬▬▬▬▬ ▬▬▬ ▬▬▬▬ ▬▬ ▬▬▬ ▬▬▬▬▬ ▬▬ ▬▬▬▬ ▬▬▬ ▬▬ ▬▬▬▬▬ ▬▬▬▬ ▬▬ ▬▬▬ ▬▬▬▬ ▬▬▬ ▬▬▬▬ ▬▬ ▬▬▬▬▬ ▬▬▬ ▬▬▬▬ ▬▬ ▬▬▬ ▬▬▬▬▬ ▬▬ ▬▬▬▬ ▬▬▬ ▬▬ ▬▬▬▬▬ ▬▬▬▬ ▬▬ ▬▬▬ ▬▬▬▬	[327, 209, 427, 292]
illegible-small-print: ▬▬▬ ▬▬▬▬ ▬▬ ▬▬▬▬▬ ▬▬▬ ▬▬▬▬ ▬▬ ▬▬▬ ▬▬▬▬▬ ▬▬ ▬▬▬▬ ▬▬▬ ▬▬ ▬▬▬▬▬ ▬▬▬▬ ▬▬ ▬▬▬ ▬▬▬▬ ▬▬▬ ▬▬▬▬ ▬▬ ▬▬▬▬▬ ▬▬▬ ▬▬▬▬ ▬▬ ▬▬▬ ▬▬▬▬▬ ▬▬ ▬▬▬▬ ▬▬▬ ▬▬ ▬▬▬▬▬ ▬▬▬▬ ▬▬ ▬▬▬ ▬▬▬▬ ▬▬▬ ▬▬▬▬ ▬▬ ▬▬▬▬▬ ▬▬▬ ▬▬▬▬ ▬▬ ▬▬▬ ▬▬▬▬▬ ▬▬ ▬▬▬▬ ▬▬▬ ▬▬ ▬▬▬▬▬ ▬▬▬▬ ▬▬ ▬▬▬ ▬▬▬▬ ▬▬▬ ▬▬▬▬ ▬▬ ▬▬▬▬▬ ▬▬▬ ▬▬▬▬ ▬▬ ▬▬▬ ▬▬▬▬▬ ▬▬ ▬▬▬▬ ▬▬▬ ▬▬ ▬▬▬▬▬ ▬▬▬▬ ▬▬ ▬▬▬ ▬▬▬▬ ▬▬▬ ▬▬▬▬ ▬▬ ▬▬▬▬▬ ▬▬▬ ▬▬▬▬ ▬▬ ▬▬▬ ▬▬▬▬▬ ▬▬ ▬▬▬▬ ▬▬▬ ▬▬ ▬▬▬▬▬ ▬▬▬▬ ▬▬ ▬▬▬ ▬▬▬▬ ▬▬▬ ▬▬▬▬ ▬▬ ▬▬▬▬▬ ▬▬▬ ▬▬▬▬ ▬▬ ▬▬▬ ▬▬▬▬▬ ▬▬ ▬▬▬▬ ▬▬▬ ▬▬ ▬▬▬▬▬ ▬▬▬▬ ▬▬ ▬▬▬ ▬▬▬▬	[221, 917, 321, 1041]
ad-headline: LIVE UP IN THE SUNSHINE ON THE CASHMERE HILLS.	[438, 1250, 529, 1265]
ad-headline: SUMNER.	[573, 1679, 605, 1687]
advertiser-heading: P. S. NICHOLLS AND CO., LTD.	[327, 817, 426, 825]
ad-divider	[226, 1139, 316, 1140]
ad-headline: LINOLEUM.	[357, 539, 397, 547]
ad-headline: THE LATEST AND MOST ACCURATE	[761, 2098, 841, 2113]
illegible-small-print: ▬▬▬ ▬▬▬▬ ▬▬ ▬▬▬▬▬ ▬▬▬ ▬▬▬▬ ▬▬ ▬▬▬ ▬▬▬▬▬ ▬▬ ▬▬▬▬ ▬▬▬ ▬▬ ▬▬▬▬▬ ▬▬▬▬ ▬▬ ▬▬▬ ▬▬▬▬ ▬▬▬ ▬▬▬▬ ▬▬ ▬▬▬▬▬ ▬▬▬ ▬▬▬▬ ▬▬ ▬▬▬ ▬▬▬▬▬ ▬▬ ▬▬▬▬ ▬▬▬ ▬▬ ▬▬▬▬▬ ▬▬▬▬ ▬▬ ▬▬▬ ▬▬▬▬ ▬▬▬ ▬▬▬▬ ▬▬ ▬▬▬▬▬ ▬▬▬ ▬▬▬▬ ▬▬ ▬▬▬ ▬▬▬▬▬ ▬▬ ▬▬▬▬ ▬▬▬ ▬▬ ▬▬▬▬▬ ▬▬▬▬ ▬▬ ▬▬▬ ▬▬▬▬ ▬▬▬ ▬▬▬▬ ▬▬ ▬▬▬▬▬ ▬▬▬ ▬▬▬▬ ▬▬ ▬▬▬ ▬▬▬▬▬ ▬▬ ▬▬▬▬ ▬▬▬ ▬▬ ▬▬▬▬▬ ▬▬▬▬ ▬▬ ▬▬▬ ▬▬▬▬ ▬▬▬ ▬▬▬▬ ▬▬ ▬▬▬▬▬ ▬▬▬ ▬▬▬▬ ▬▬ ▬▬▬ ▬▬▬▬▬ ▬▬ ▬▬▬▬ ▬▬▬ ▬▬ ▬▬▬▬▬ ▬▬▬▬ ▬▬ ▬▬▬ ▬▬▬▬ ▬▬▬ ▬▬▬▬ ▬▬ ▬▬▬▬▬ ▬▬▬ ▬▬▬▬ ▬▬ ▬▬▬ ▬▬▬▬▬ ▬▬ ▬▬▬▬ ▬▬▬ ▬▬ ▬▬▬▬▬ ▬▬▬▬ ▬▬ ▬▬▬ ▬▬▬▬	[751, 1818, 851, 1942]
advertiser-heading: CHARLES CLARK.	[222, 1194, 320, 1202]
illegible-small-print: ▬▬▬ ▬▬▬▬ ▬▬ ▬▬▬▬▬ ▬▬▬ ▬▬▬▬ ▬▬ ▬▬▬ ▬▬▬▬▬ ▬▬ ▬▬▬▬ ▬▬▬ ▬▬ ▬▬▬▬▬ ▬▬▬▬ ▬▬ ▬▬▬ ▬▬▬▬ ▬▬▬ ▬▬▬▬ ▬▬ ▬▬▬▬▬ ▬▬▬ ▬▬▬▬ ▬▬ ▬▬▬ ▬▬▬▬▬ ▬▬ ▬▬▬▬ ▬▬▬ ▬▬ ▬▬▬▬▬ ▬▬▬▬ ▬▬ ▬▬▬ ▬▬▬▬ ▬▬▬ ▬▬▬▬ ▬▬ ▬▬▬▬▬ ▬▬▬ ▬▬▬▬ ▬▬ ▬▬▬ ▬▬▬▬▬ ▬▬ ▬▬▬▬ ▬▬▬ ▬▬ ▬▬▬▬▬ ▬▬▬▬ ▬▬ ▬▬▬ ▬▬▬▬	[115, 699, 215, 765]
ad-body-text: On behalf of JOHN COSSAR, ESQ., TAI TAPU. MONDAY, JUNE 15th, AT 11.30 A.M.	[115, 93, 215, 113]
illegible-small-print: ▬▬▬ ▬▬▬▬ ▬▬ ▬▬▬▬▬ ▬▬▬ ▬▬▬▬ ▬▬ ▬▬▬ ▬▬▬▬▬ ▬▬ ▬▬▬▬ ▬▬▬ ▬▬ ▬▬▬▬▬ ▬▬▬▬ ▬▬ ▬▬▬ ▬▬▬▬ ▬▬▬ ▬▬▬▬ ▬▬ ▬▬▬▬▬ ▬▬▬ ▬▬▬▬ ▬▬ ▬▬▬ ▬▬▬▬▬ ▬▬ ▬▬▬▬ ▬▬▬ ▬▬ ▬▬▬▬▬ ▬▬▬▬ ▬▬ ▬▬▬ ▬▬▬▬ ▬▬▬ ▬▬▬▬ ▬▬ ▬▬▬▬▬ ▬▬▬ ▬▬▬▬ ▬▬ ▬▬▬ ▬▬▬▬▬ ▬▬ ▬▬▬▬ ▬▬▬ ▬▬ ▬▬▬▬▬ ▬▬▬▬ ▬▬ ▬▬▬ ▬▬▬▬ ▬▬▬ ▬▬▬▬ ▬▬ ▬▬▬▬▬ ▬▬▬ ▬▬▬▬ ▬▬ ▬▬▬ ▬▬▬▬▬ ▬▬ ▬▬▬▬ ▬▬▬ ▬▬ ▬▬▬▬▬ ▬▬▬▬ ▬▬ ▬▬▬ ▬▬▬▬ ▬▬▬ ▬▬▬▬ ▬▬ ▬▬▬▬▬ ▬▬▬ ▬▬▬▬ ▬▬ ▬▬▬ ▬▬▬▬▬ ▬▬ ▬▬▬▬ ▬▬▬ ▬▬ ▬▬▬▬▬ ▬▬▬▬ ▬▬ ▬▬▬ ▬▬▬▬	[751, 2114, 851, 2220]
advertiser-heading: REMOVAL NOTICE.	[645, 1890, 744, 1898]
illegible-small-print: ▬▬▬ ▬▬▬▬ ▬▬ ▬▬▬▬▬ ▬▬▬ ▬▬▬▬ ▬▬ ▬▬▬ ▬▬▬▬▬ ▬▬ ▬▬▬▬ ▬▬▬ ▬▬ ▬▬▬▬▬ ▬▬▬▬ ▬▬ ▬▬▬ ▬▬▬▬ ▬▬▬ ▬▬▬▬ ▬▬ ▬▬▬▬▬ ▬▬▬ ▬▬▬▬ ▬▬ ▬▬▬ ▬▬▬▬▬ ▬▬ ▬▬▬▬ ▬▬▬ ▬▬ ▬▬▬▬▬ ▬▬▬▬ ▬▬ ▬▬▬ ▬▬▬▬	[327, 1171, 427, 1214]
illegible-small-print: ▬▬▬ ▬▬▬▬ ▬▬ ▬▬▬▬▬ ▬▬▬ ▬▬▬▬ ▬▬ ▬▬▬ ▬▬▬▬▬ ▬▬ ▬▬▬▬ ▬▬▬ ▬▬ ▬▬▬▬▬ ▬▬▬▬ ▬▬ ▬▬▬ ▬▬▬▬ ▬▬▬ ▬▬▬▬ ▬▬ ▬▬▬▬▬ ▬▬▬ ▬▬▬▬ ▬▬ ▬▬▬ ▬▬▬▬▬ ▬▬ ▬▬▬▬ ▬▬▬ ▬▬ ▬▬▬▬▬ ▬▬▬▬ ▬▬ ▬▬▬ ▬▬▬▬ ▬▬▬ ▬▬▬▬ ▬▬ ▬▬▬▬▬ ▬▬▬ ▬▬▬▬ ▬▬ ▬▬▬ ▬▬▬▬▬ ▬▬ ▬▬▬▬ ▬▬▬ ▬▬ ▬▬▬▬▬ ▬▬▬▬ ▬▬ ▬▬▬ ▬▬▬▬ ▬▬▬ ▬▬▬▬ ▬▬ ▬▬▬▬▬ ▬▬▬ ▬▬▬▬ ▬▬ ▬▬▬ ▬▬▬▬▬ ▬▬ ▬▬▬▬ ▬▬▬ ▬▬ ▬▬▬▬▬ ▬▬▬▬ ▬▬ ▬▬▬ ▬▬▬▬ ▬▬▬ ▬▬▬▬ ▬▬ ▬▬▬▬▬ ▬▬▬ ▬▬▬▬ ▬▬ ▬▬▬ ▬▬▬▬▬ ▬▬ ▬▬▬▬ ▬▬▬ ▬▬ ▬▬▬▬▬ ▬▬▬▬ ▬▬ ▬▬▬ ▬▬▬▬	[645, 398, 745, 505]
ad-headline: HORSE AND COW COVERS.	[544, 843, 634, 851]
illegible-small-print: ▬▬▬ ▬▬▬▬ ▬▬ ▬▬▬▬▬ ▬▬▬ ▬▬▬▬ ▬▬ ▬▬▬ ▬▬▬▬▬ ▬▬ ▬▬▬▬ ▬▬▬ ▬▬ ▬▬▬▬▬ ▬▬▬▬ ▬▬ ▬▬▬ ▬▬▬▬ ▬▬▬ ▬▬▬▬ ▬▬ ▬▬▬▬▬ ▬▬▬ ▬▬▬▬ ▬▬ ▬▬▬ ▬▬▬▬▬ ▬▬ ▬▬▬▬ ▬▬▬ ▬▬ ▬▬▬▬▬ ▬▬▬▬ ▬▬ ▬▬▬ ▬▬▬▬ ▬▬▬ ▬▬▬▬ ▬▬ ▬▬▬▬▬ ▬▬▬ ▬▬▬▬ ▬▬ ▬▬▬ ▬▬▬▬▬ ▬▬ ▬▬▬▬ ▬▬▬ ▬▬ ▬▬▬▬▬ ▬▬▬▬ ▬▬ ▬▬▬ ▬▬▬▬	[9, 735, 109, 801]
illegible-small-print: ▬▬▬ ▬▬▬▬ ▬▬ ▬▬▬▬▬ ▬▬▬ ▬▬▬▬ ▬▬ ▬▬▬ ▬▬▬▬▬ ▬▬ ▬▬▬▬ ▬▬▬ ▬▬ ▬▬▬▬▬ ▬▬▬▬ ▬▬ ▬▬▬ ▬▬▬▬ ▬▬▬ ▬▬▬▬ ▬▬ ▬▬▬▬▬ ▬▬▬ ▬▬▬▬ ▬▬ ▬▬▬ ▬▬▬▬▬ ▬▬ ▬▬▬▬ ▬▬▬ ▬▬ ▬▬▬▬▬ ▬▬▬▬ ▬▬ ▬▬▬ ▬▬▬▬	[221, 657, 321, 699]
illegible-small-print: ▬▬▬ ▬▬▬▬ ▬▬ ▬▬▬▬▬ ▬▬▬ ▬▬▬▬ ▬▬ ▬▬▬ ▬▬▬▬▬ ▬▬ ▬▬▬▬ ▬▬▬ ▬▬ ▬▬▬▬▬ ▬▬▬▬ ▬▬ ▬▬▬ ▬▬▬▬ ▬▬▬ ▬▬▬▬ ▬▬ ▬▬▬▬▬ ▬▬▬ ▬▬▬▬ ▬▬ ▬▬▬ ▬▬▬▬▬ ▬▬ ▬▬▬▬ ▬▬▬ ▬▬ ▬▬▬▬▬ ▬▬▬▬ ▬▬ ▬▬▬ ▬▬▬▬ ▬▬▬ ▬▬▬▬ ▬▬ ▬▬▬▬▬ ▬▬▬ ▬▬▬▬ ▬▬ ▬▬▬ ▬▬▬▬▬ ▬▬ ▬▬▬▬ ▬▬▬ ▬▬ ▬▬▬▬▬ ▬▬▬▬ ▬▬ ▬▬▬ ▬▬▬▬	[751, 849, 851, 914]
illegible-small-print: ▬▬▬ ▬▬▬▬ ▬▬ ▬▬▬▬▬ ▬▬▬ ▬▬▬▬ ▬▬ ▬▬▬ ▬▬▬▬▬ ▬▬ ▬▬▬▬ ▬▬▬ ▬▬ ▬▬▬▬▬ ▬▬▬▬ ▬▬ ▬▬▬ ▬▬▬▬ ▬▬▬ ▬▬▬▬ ▬▬ ▬▬▬▬▬ ▬▬▬ ▬▬▬▬ ▬▬ ▬▬▬ ▬▬▬▬▬ ▬▬ ▬▬▬▬ ▬▬▬ ▬▬ ▬▬▬▬▬ ▬▬▬▬ ▬▬ ▬▬▬ ▬▬▬▬ ▬▬▬ ▬▬▬▬ ▬▬ ▬▬▬▬▬ ▬▬▬ ▬▬▬▬ ▬▬ ▬▬▬ ▬▬▬▬▬ ▬▬ ▬▬▬▬ ▬▬▬ ▬▬ ▬▬▬▬▬ ▬▬▬▬ ▬▬ ▬▬▬ ▬▬▬▬ ▬▬▬ ▬▬▬▬ ▬▬ ▬▬▬▬▬ ▬▬▬ ▬▬▬▬ ▬▬ ▬▬▬ ▬▬▬▬▬ ▬▬ ▬▬▬▬ ▬▬▬ ▬▬ ▬▬▬▬▬ ▬▬▬▬ ▬▬ ▬▬▬ ▬▬▬▬ ▬▬▬ ▬▬▬▬ ▬▬ ▬▬▬▬▬ ▬▬▬ ▬▬▬▬ ▬▬ ▬▬▬ ▬▬▬▬▬ ▬▬ ▬▬▬▬ ▬▬▬ ▬▬ ▬▬▬▬▬ ▬▬▬▬ ▬▬ ▬▬▬ ▬▬▬▬	[327, 1222, 427, 1329]
illegible-small-print: ▬▬▬ ▬▬▬▬ ▬▬ ▬▬▬▬▬ ▬▬▬ ▬▬▬▬ ▬▬ ▬▬▬ ▬▬▬▬▬ ▬▬ ▬▬▬▬ ▬▬▬ ▬▬ ▬▬▬▬▬ ▬▬▬▬ ▬▬ ▬▬▬ ▬▬▬▬ ▬▬▬ ▬▬▬▬ ▬▬ ▬▬▬▬▬ ▬▬▬ ▬▬▬▬ ▬▬ ▬▬▬ ▬▬▬▬▬ ▬▬ ▬▬▬▬ ▬▬▬ ▬▬ ▬▬▬▬▬ ▬▬▬▬ ▬▬ ▬▬▬ ▬▬▬▬ ▬▬▬ ▬▬▬▬ ▬▬ ▬▬▬▬▬ ▬▬▬ ▬▬▬▬ ▬▬ ▬▬▬ ▬▬▬▬▬ ▬▬ ▬▬▬▬ ▬▬▬ ▬▬ ▬▬▬▬▬ ▬▬▬▬ ▬▬ ▬▬▬ ▬▬▬▬ ▬▬▬ ▬▬▬▬ ▬▬ ▬▬▬▬▬ ▬▬▬ ▬▬▬▬ ▬▬ ▬▬▬ ▬▬▬▬▬ ▬▬ ▬▬▬▬ ▬▬▬ ▬▬ ▬▬▬▬▬ ▬▬▬▬ ▬▬ ▬▬▬ ▬▬▬▬ ▬▬▬ ▬▬▬▬ ▬▬ ▬▬▬▬▬ ▬▬▬ ▬▬▬▬ ▬▬ ▬▬▬ ▬▬▬▬▬ ▬▬ ▬▬▬▬ ▬▬▬ ▬▬ ▬▬▬▬▬ ▬▬▬▬ ▬▬ ▬▬▬ ▬▬▬▬	[645, 1246, 745, 1353]
illegible-small-print: ▬▬▬ ▬▬▬▬ ▬▬ ▬▬▬▬▬ ▬▬▬ ▬▬▬▬ ▬▬ ▬▬▬ ▬▬▬▬▬ ▬▬ ▬▬▬▬ ▬▬▬ ▬▬ ▬▬▬▬▬ ▬▬▬▬ ▬▬ ▬▬▬ ▬▬▬▬ ▬▬▬ ▬▬▬▬ ▬▬ ▬▬▬▬▬ ▬▬▬ ▬▬▬▬ ▬▬ ▬▬▬ ▬▬▬▬▬ ▬▬ ▬▬▬▬ ▬▬▬ ▬▬ ▬▬▬▬▬ ▬▬▬▬ ▬▬ ▬▬▬ ▬▬▬▬	[539, 1637, 639, 1679]
illegible-small-print: ▬▬▬ ▬▬▬▬ ▬▬ ▬▬▬▬▬ ▬▬▬ ▬▬▬▬ ▬▬ ▬▬▬ ▬▬▬▬▬ ▬▬ ▬▬▬▬ ▬▬▬ ▬▬ ▬▬▬▬▬ ▬▬▬▬ ▬▬ ▬▬▬ ▬▬▬▬ ▬▬▬ ▬▬▬▬ ▬▬ ▬▬▬▬▬ ▬▬▬ ▬▬▬▬ ▬▬ ▬▬▬ ▬▬▬▬▬ ▬▬ ▬▬▬▬ ▬▬▬ ▬▬ ▬▬▬▬▬ ▬▬▬▬ ▬▬ ▬▬▬ ▬▬▬▬ ▬▬▬ ▬▬▬▬ ▬▬ ▬▬▬▬▬ ▬▬▬ ▬▬▬▬ ▬▬ ▬▬▬ ▬▬▬▬▬ ▬▬ ▬▬▬▬ ▬▬▬ ▬▬ ▬▬▬▬▬ ▬▬▬▬ ▬▬ ▬▬▬ ▬▬▬▬ ▬▬▬ ▬▬▬▬ ▬▬ ▬▬▬▬▬ ▬▬▬ ▬▬▬▬ ▬▬ ▬▬▬ ▬▬▬▬▬ ▬▬ ▬▬▬▬ ▬▬▬ ▬▬ ▬▬▬▬▬ ▬▬▬▬ ▬▬ ▬▬▬ ▬▬▬▬ ▬▬▬ ▬▬▬▬ ▬▬ ▬▬▬▬▬ ▬▬▬ ▬▬▬▬ ▬▬ ▬▬▬ ▬▬▬▬▬ ▬▬ ▬▬▬▬ ▬▬▬ ▬▬ ▬▬▬▬▬ ▬▬▬▬ ▬▬ ▬▬▬ ▬▬▬▬	[645, 110, 745, 216]
column-header: AUCTIONS.	[540, 25, 638, 35]
illegible-small-print: ▬▬▬ ▬▬▬▬ ▬▬ ▬▬▬▬▬ ▬▬▬ ▬▬▬▬ ▬▬ ▬▬▬ ▬▬▬▬▬ ▬▬ ▬▬▬▬ ▬▬▬ ▬▬ ▬▬▬▬▬ ▬▬▬▬ ▬▬ ▬▬▬ ▬▬▬▬ ▬▬▬ ▬▬▬▬ ▬▬ ▬▬▬▬▬ ▬▬▬ ▬▬▬▬ ▬▬ ▬▬▬ ▬▬▬▬▬ ▬▬ ▬▬▬▬ ▬▬▬ ▬▬ ▬▬▬▬▬ ▬▬▬▬ ▬▬ ▬▬▬ ▬▬▬▬ ▬▬▬ ▬▬▬▬ ▬▬ ▬▬▬▬▬ ▬▬▬ ▬▬▬▬ ▬▬ ▬▬▬ ▬▬▬▬▬ ▬▬ ▬▬▬▬ ▬▬▬ ▬▬ ▬▬▬▬▬ ▬▬▬▬ ▬▬ ▬▬▬ ▬▬▬▬ ▬▬▬ ▬▬▬▬ ▬▬ ▬▬▬▬▬ ▬▬▬ ▬▬▬▬ ▬▬ ▬▬▬ ▬▬▬▬▬ ▬▬ ▬▬▬▬ ▬▬▬ ▬▬ ▬▬▬▬▬ ▬▬▬▬ ▬▬ ▬▬▬ ▬▬▬▬ ▬▬▬ ▬▬▬▬ ▬▬ ▬▬▬▬▬ ▬▬▬ ▬▬▬▬ ▬▬ ▬▬▬ ▬▬▬▬▬ ▬▬ ▬▬▬▬ ▬▬▬ ▬▬ ▬▬▬▬▬ ▬▬▬▬ ▬▬ ▬▬▬ ▬▬▬▬ ▬▬▬ ▬▬▬▬ ▬▬ ▬▬▬▬▬ ▬▬▬ ▬▬▬▬ ▬▬ ▬▬▬ ▬▬▬▬▬ ▬▬ ▬▬▬▬ ▬▬▬ ▬▬ ▬▬▬▬▬ ▬▬▬▬ ▬▬ ▬▬▬ ▬▬▬▬	[115, 1648, 215, 1772]
illegible-small-print: ▬▬▬ ▬▬▬▬ ▬▬ ▬▬▬▬▬ ▬▬▬ ▬▬▬▬ ▬▬ ▬▬▬ ▬▬▬▬▬ ▬▬ ▬▬▬▬ ▬▬▬ ▬▬ ▬▬▬▬▬ ▬▬▬▬ ▬▬ ▬▬▬ ▬▬▬▬ ▬▬▬ ▬▬▬▬ ▬▬ ▬▬▬▬▬ ▬▬▬ ▬▬▬▬ ▬▬ ▬▬▬ ▬▬▬▬▬ ▬▬ ▬▬▬▬ ▬▬▬ ▬▬ ▬▬▬▬▬ ▬▬▬▬ ▬▬ ▬▬▬ ▬▬▬▬ ▬▬▬ ▬▬▬▬ ▬▬ ▬▬▬▬▬ ▬▬▬ ▬▬▬▬ ▬▬ ▬▬▬ ▬▬▬▬▬ ▬▬ ▬▬▬▬ ▬▬▬ ▬▬ ▬▬▬▬▬ ▬▬▬▬ ▬▬ ▬▬▬ ▬▬▬▬	[221, 1223, 321, 1288]
illegible-small-print: ▬▬▬ ▬▬▬▬ ▬▬ ▬▬▬▬▬ ▬▬▬ ▬▬▬▬ ▬▬ ▬▬▬ ▬▬▬▬▬ ▬▬ ▬▬▬▬ ▬▬▬ ▬▬ ▬▬▬▬▬ ▬▬▬▬ ▬▬ ▬▬▬ ▬▬▬▬ ▬▬▬ ▬▬▬▬ ▬▬ ▬▬▬▬▬ ▬▬▬ ▬▬▬▬ ▬▬ ▬▬▬ ▬▬▬▬▬ ▬▬ ▬▬▬▬ ▬▬▬ ▬▬ ▬▬▬▬▬ ▬▬▬▬ ▬▬ ▬▬▬ ▬▬▬▬ ▬▬▬ ▬▬▬▬ ▬▬ ▬▬▬▬▬ ▬▬▬ ▬▬▬▬ ▬▬ ▬▬▬ ▬▬▬▬▬ ▬▬ ▬▬▬▬ ▬▬▬ ▬▬ ▬▬▬▬▬ ▬▬▬▬ ▬▬ ▬▬▬ ▬▬▬▬ ▬▬▬ ▬▬▬▬ ▬▬ ▬▬▬▬▬ ▬▬▬ ▬▬▬▬ ▬▬ ▬▬▬ ▬▬▬▬▬ ▬▬ ▬▬▬▬ ▬▬▬ ▬▬ ▬▬▬▬▬ ▬▬▬▬ ▬▬ ▬▬▬ ▬▬▬▬ ▬▬▬ ▬▬▬▬ ▬▬ ▬▬▬▬▬ ▬▬▬ ▬▬▬▬ ▬▬ ▬▬▬ ▬▬▬▬▬ ▬▬ ▬▬▬▬ ▬▬▬ ▬▬ ▬▬▬▬▬ ▬▬▬▬ ▬▬ ▬▬▬ ▬▬▬▬	[433, 416, 533, 522]
ad-divider	[14, 1215, 103, 1216]
ad-headline: ALL FLAT, EXCELLENT SHEEP FATTENING COUNTRY, FIRST-CLASS TURNIP GROWING LAND.	[222, 889, 320, 917]
column-5	[431, 25, 537, 1824]
ad-headline: LYTTELTON-GOVERNOR'S BAY DINGTON MOTOR SERVICE.	[758, 1716, 844, 1737]
ad-signature: HARMAN AND STEVENS, LIMITED.	[652, 820, 745, 827]
column-6	[537, 25, 642, 1804]
illegible-small-print: ▬▬▬ ▬▬▬▬ ▬▬ ▬▬▬▬▬ ▬▬▬ ▬▬▬▬ ▬▬ ▬▬▬ ▬▬▬▬▬ ▬▬ ▬▬▬▬ ▬▬▬ ▬▬ ▬▬▬▬▬ ▬▬▬▬ ▬▬ ▬▬▬ ▬▬▬▬ ▬▬▬ ▬▬▬▬ ▬▬ ▬▬▬▬▬ ▬▬▬ ▬▬▬▬ ▬▬ ▬▬▬ ▬▬▬▬▬ ▬▬ ▬▬▬▬ ▬▬▬ ▬▬ ▬▬▬▬▬ ▬▬▬▬ ▬▬ ▬▬▬ ▬▬▬▬	[645, 337, 745, 380]
column-2	[112, 25, 218, 1851]
ad-headline: HORSE AND CATTLE WIRE.	[544, 711, 635, 718]
ad-headline: MOOKETT'S MOTOR SERVICE.	[767, 1804, 835, 1818]
advertiser-heading: W. H. SIMES AND CO.	[434, 1242, 533, 1250]
ad-body-text: TUESDAY, JUNE 16th, AT 12 O'CLOCK.	[115, 519, 215, 532]
ad-headline: READ'S ROYAL MAIL MOTOR SERVICE.	[753, 1197, 849, 1211]
illegible-small-print: ▬▬▬ ▬▬▬▬ ▬▬ ▬▬▬▬▬ ▬▬▬ ▬▬▬▬ ▬▬ ▬▬▬ ▬▬▬▬▬ ▬▬ ▬▬▬▬ ▬▬▬ ▬▬ ▬▬▬▬▬ ▬▬▬▬ ▬▬ ▬▬▬ ▬▬▬▬ ▬▬▬ ▬▬▬▬ ▬▬ ▬▬▬▬▬ ▬▬▬ ▬▬▬▬ ▬▬ ▬▬▬ ▬▬▬▬▬ ▬▬ ▬▬▬▬ ▬▬▬ ▬▬ ▬▬▬▬▬ ▬▬▬▬ ▬▬ ▬▬▬ ▬▬▬▬ ▬▬▬ ▬▬▬▬ ▬▬ ▬▬▬▬▬ ▬▬▬ ▬▬▬▬ ▬▬ ▬▬▬ ▬▬▬▬▬ ▬▬ ▬▬▬▬ ▬▬▬ ▬▬ ▬▬▬▬▬ ▬▬▬▬ ▬▬ ▬▬▬ ▬▬▬▬ ▬▬▬ ▬▬▬▬ ▬▬ ▬▬▬▬▬ ▬▬▬ ▬▬▬▬ ▬▬ ▬▬▬ ▬▬▬▬▬ ▬▬ ▬▬▬▬ ▬▬▬ ▬▬ ▬▬▬▬▬ ▬▬▬▬ ▬▬ ▬▬▬ ▬▬▬▬ ▬▬▬ ▬▬▬▬ ▬▬ ▬▬▬▬▬ ▬▬▬ ▬▬▬▬ ▬▬ ▬▬▬ ▬▬▬▬▬ ▬▬ ▬▬▬▬ ▬▬▬ ▬▬ ▬▬▬▬▬ ▬▬▬▬ ▬▬ ▬▬▬ ▬▬▬▬	[221, 2056, 321, 2162]
illegible-small-print: ▬▬▬ ▬▬▬▬ ▬▬ ▬▬▬▬▬ ▬▬▬ ▬▬▬▬ ▬▬ ▬▬▬ ▬▬▬▬▬ ▬▬ ▬▬▬▬ ▬▬▬ ▬▬ ▬▬▬▬▬ ▬▬▬▬ ▬▬ ▬▬▬ ▬▬▬▬ ▬▬▬ ▬▬▬▬ ▬▬ ▬▬▬▬▬ ▬▬▬ ▬▬▬▬ ▬▬ ▬▬▬ ▬▬▬▬▬ ▬▬ ▬▬▬▬ ▬▬▬ ▬▬ ▬▬▬▬▬ ▬▬▬▬ ▬▬ ▬▬▬ ▬▬▬▬ ▬▬▬ ▬▬▬▬ ▬▬ ▬▬▬▬▬ ▬▬▬ ▬▬▬▬ ▬▬ ▬▬▬ ▬▬▬▬▬ ▬▬ ▬▬▬▬ ▬▬▬ ▬▬ ▬▬▬▬▬ ▬▬▬▬ ▬▬ ▬▬▬ ▬▬▬▬ ▬▬▬ ▬▬▬▬ ▬▬ ▬▬▬▬▬ ▬▬▬ ▬▬▬▬ ▬▬ ▬▬▬ ▬▬▬▬▬ ▬▬ ▬▬▬▬ ▬▬▬ ▬▬ ▬▬▬▬▬ ▬▬▬▬ ▬▬ ▬▬▬ ▬▬▬▬ ▬▬▬ ▬▬▬▬ ▬▬ ▬▬▬▬▬ ▬▬▬ ▬▬▬▬ ▬▬ ▬▬▬ ▬▬▬▬▬ ▬▬ ▬▬▬▬ ▬▬▬ ▬▬ ▬▬▬▬▬ ▬▬▬▬ ▬▬ ▬▬▬ ▬▬▬▬	[645, 1567, 745, 1674]
ad-headline: LOW RESERVE AS QUICK SALE ESSENTIAL	[229, 201, 313, 215]
illegible-small-print: ▬▬▬ ▬▬▬▬ ▬▬ ▬▬▬▬▬ ▬▬▬ ▬▬▬▬ ▬▬ ▬▬▬ ▬▬▬▬▬ ▬▬ ▬▬▬▬ ▬▬▬ ▬▬ ▬▬▬▬▬ ▬▬▬▬ ▬▬ ▬▬▬ ▬▬▬▬ ▬▬▬ ▬▬▬▬ ▬▬ ▬▬▬▬▬ ▬▬▬ ▬▬▬▬ ▬▬ ▬▬▬ ▬▬▬▬▬ ▬▬ ▬▬▬▬ ▬▬▬ ▬▬ ▬▬▬▬▬ ▬▬▬▬ ▬▬ ▬▬▬ ▬▬▬▬ ▬▬▬ ▬▬▬▬ ▬▬ ▬▬▬▬▬ ▬▬▬ ▬▬▬▬ ▬▬ ▬▬▬ ▬▬▬▬▬ ▬▬ ▬▬▬▬ ▬▬▬ ▬▬ ▬▬▬▬▬ ▬▬▬▬ ▬▬ ▬▬▬ ▬▬▬▬ ▬▬▬ ▬▬▬▬ ▬▬ ▬▬▬▬▬ ▬▬▬ ▬▬▬▬ ▬▬ ▬▬▬ ▬▬▬▬▬ ▬▬ ▬▬▬▬ ▬▬▬ ▬▬ ▬▬▬▬▬ ▬▬▬▬ ▬▬ ▬▬▬ ▬▬▬▬ ▬▬▬ ▬▬▬▬ ▬▬ ▬▬▬▬▬ ▬▬▬ ▬▬▬▬ ▬▬ ▬▬▬ ▬▬▬▬▬ ▬▬ ▬▬▬▬ ▬▬▬ ▬▬ ▬▬▬▬▬ ▬▬▬▬ ▬▬ ▬▬▬ ▬▬▬▬ ▬▬▬ ▬▬▬▬ ▬▬ ▬▬▬▬▬ ▬▬▬ ▬▬▬▬ ▬▬ ▬▬▬ ▬▬▬▬▬ ▬▬ ▬▬▬▬ ▬▬▬ ▬▬ ▬▬▬▬▬ ▬▬▬▬ ▬▬ ▬▬▬ ▬▬▬▬	[751, 923, 851, 1047]
ad-headline: FARMERS' CO-OP.	[347, 1411, 407, 1418]
illegible-small-print: ▬▬▬ ▬▬▬▬ ▬▬ ▬▬▬▬▬ ▬▬▬ ▬▬▬▬ ▬▬ ▬▬▬ ▬▬▬▬▬ ▬▬ ▬▬▬▬ ▬▬▬ ▬▬ ▬▬▬▬▬ ▬▬▬▬ ▬▬ ▬▬▬ ▬▬▬▬ ▬▬▬ ▬▬▬▬ ▬▬ ▬▬▬▬▬ ▬▬▬ ▬▬▬▬ ▬▬ ▬▬▬ ▬▬▬▬▬ ▬▬ ▬▬▬▬ ▬▬▬ ▬▬ ▬▬▬▬▬ ▬▬▬▬ ▬▬ ▬▬▬ ▬▬▬▬ ▬▬▬ ▬▬▬▬ ▬▬ ▬▬▬▬▬ ▬▬▬ ▬▬▬▬ ▬▬ ▬▬▬ ▬▬▬▬▬ ▬▬ ▬▬▬▬ ▬▬▬ ▬▬ ▬▬▬▬▬ ▬▬▬▬ ▬▬ ▬▬▬ ▬▬▬▬ ▬▬▬ ▬▬▬▬ ▬▬ ▬▬▬▬▬ ▬▬▬ ▬▬▬▬ ▬▬ ▬▬▬ ▬▬▬▬▬ ▬▬ ▬▬▬▬ ▬▬▬ ▬▬ ▬▬▬▬▬ ▬▬▬▬ ▬▬ ▬▬▬ ▬▬▬▬ ▬▬▬ ▬▬▬▬ ▬▬ ▬▬▬▬▬ ▬▬▬ ▬▬▬▬ ▬▬ ▬▬▬ ▬▬▬▬▬ ▬▬ ▬▬▬▬ ▬▬▬ ▬▬ ▬▬▬▬▬ ▬▬▬▬ ▬▬ ▬▬▬ ▬▬▬▬	[9, 59, 109, 166]
illegible-small-print: ▬▬▬ ▬▬▬▬ ▬▬ ▬▬▬▬▬ ▬▬▬ ▬▬▬▬ ▬▬ ▬▬▬ ▬▬▬▬▬ ▬▬ ▬▬▬▬ ▬▬▬ ▬▬ ▬▬▬▬▬ ▬▬▬▬ ▬▬ ▬▬▬ ▬▬▬▬ ▬▬▬ ▬▬▬▬ ▬▬ ▬▬▬▬▬ ▬▬▬ ▬▬▬▬ ▬▬ ▬▬▬ ▬▬▬▬▬ ▬▬ ▬▬▬▬ ▬▬▬ ▬▬ ▬▬▬▬▬ ▬▬▬▬ ▬▬ ▬▬▬ ▬▬▬▬ ▬▬▬ ▬▬▬▬ ▬▬ ▬▬▬▬▬ ▬▬▬ ▬▬▬▬ ▬▬ ▬▬▬ ▬▬▬▬▬ ▬▬ ▬▬▬▬ ▬▬▬ ▬▬ ▬▬▬▬▬ ▬▬▬▬ ▬▬ ▬▬▬ ▬▬▬▬ ▬▬▬ ▬▬▬▬ ▬▬ ▬▬▬▬▬ ▬▬▬ ▬▬▬▬ ▬▬ ▬▬▬ ▬▬▬▬▬ ▬▬ ▬▬▬▬ ▬▬▬ ▬▬ ▬▬▬▬▬ ▬▬▬▬ ▬▬ ▬▬▬ ▬▬▬▬	[539, 405, 639, 488]
illegible-small-print: ▬▬▬ ▬▬▬▬ ▬▬ ▬▬▬▬▬ ▬▬▬ ▬▬▬▬ ▬▬ ▬▬▬ ▬▬▬▬▬ ▬▬ ▬▬▬▬ ▬▬▬ ▬▬ ▬▬▬▬▬ ▬▬▬▬ ▬▬ ▬▬▬ ▬▬▬▬ ▬▬▬ ▬▬▬▬ ▬▬ ▬▬▬▬▬ ▬▬▬ ▬▬▬▬ ▬▬ ▬▬▬ ▬▬▬▬▬ ▬▬ ▬▬▬▬ ▬▬▬ ▬▬ ▬▬▬▬▬ ▬▬▬▬ ▬▬ ▬▬▬ ▬▬▬▬ ▬▬▬ ▬▬▬▬ ▬▬ ▬▬▬▬▬ ▬▬▬ ▬▬▬▬ ▬▬ ▬▬▬ ▬▬▬▬▬ ▬▬ ▬▬▬▬ ▬▬▬ ▬▬ ▬▬▬▬▬ ▬▬▬▬ ▬▬ ▬▬▬ ▬▬▬▬	[433, 1381, 533, 1446]
ad-headline: £1000—NINE ROOMS.	[646, 957, 744, 966]
ad-signature: H. MATSON and CO.	[56, 800, 109, 807]
ad-headline: ST. ALBANS WEST.	[240, 1764, 302, 1772]
ad-headline: £1350—CASHMERE HORSE.	[649, 1189, 741, 1197]
ad-headline: AKAROA.	[786, 1146, 817, 1154]
ad-body-text: 520 ACRES, situated in a favoured locality. Up-to-date buildings and homestead, occupies every convenience.	[9, 710, 109, 735]
ad-headline: £1850—PAPANUI ROAD.	[656, 1675, 734, 1682]
ad-divider	[650, 1355, 740, 1356]
illegible-small-print: ▬▬▬ ▬▬▬▬ ▬▬ ▬▬▬▬▬ ▬▬▬ ▬▬▬▬ ▬▬ ▬▬▬ ▬▬▬▬▬ ▬▬ ▬▬▬▬ ▬▬▬ ▬▬ ▬▬▬▬▬ ▬▬▬▬ ▬▬ ▬▬▬ ▬▬▬▬ ▬▬▬ ▬▬▬▬ ▬▬ ▬▬▬▬▬ ▬▬▬ ▬▬▬▬ ▬▬ ▬▬▬ ▬▬▬▬▬ ▬▬ ▬▬▬▬ ▬▬▬ ▬▬ ▬▬▬▬▬ ▬▬▬▬ ▬▬ ▬▬▬ ▬▬▬▬ ▬▬▬ ▬▬▬▬ ▬▬ ▬▬▬▬▬ ▬▬▬ ▬▬▬▬ ▬▬ ▬▬▬ ▬▬▬▬▬ ▬▬ ▬▬▬▬ ▬▬▬ ▬▬ ▬▬▬▬▬ ▬▬▬▬ ▬▬ ▬▬▬ ▬▬▬▬	[751, 1327, 851, 1392]
ad-body-text: Search near, search far, search high, search low, and nowhere will you find prices to equal McKenzie and Willis ones.	[327, 45, 427, 69]
ad-headline: £100—ROOMS and kitchenette.	[654, 506, 736, 524]
ad-headline: BLOCKS OF LAND FOR SALE.	[329, 1215, 425, 1222]
ad-headline: REDUCTION PRICES FERTILISERS.	[130, 1121, 199, 1136]
illegible-small-print: ▬▬▬ ▬▬▬▬ ▬▬ ▬▬▬▬▬ ▬▬▬ ▬▬▬▬ ▬▬ ▬▬▬ ▬▬▬▬▬ ▬▬ ▬▬▬▬ ▬▬▬ ▬▬ ▬▬▬▬▬ ▬▬▬▬ ▬▬ ▬▬▬ ▬▬▬▬ ▬▬▬ ▬▬▬▬ ▬▬ ▬▬▬▬▬ ▬▬▬ ▬▬▬▬ ▬▬ ▬▬▬ ▬▬▬▬▬ ▬▬ ▬▬▬▬ ▬▬▬ ▬▬ ▬▬▬▬▬ ▬▬▬▬ ▬▬ ▬▬▬ ▬▬▬▬ ▬▬▬ ▬▬▬▬ ▬▬ ▬▬▬▬▬ ▬▬▬ ▬▬▬▬ ▬▬ ▬▬▬ ▬▬▬▬▬ ▬▬ ▬▬▬▬ ▬▬▬ ▬▬ ▬▬▬▬▬ ▬▬▬▬ ▬▬ ▬▬▬ ▬▬▬▬ ▬▬▬ ▬▬▬▬ ▬▬ ▬▬▬▬▬ ▬▬▬ ▬▬▬▬ ▬▬ ▬▬▬ ▬▬▬▬▬ ▬▬ ▬▬▬▬ ▬▬▬ ▬▬ ▬▬▬▬▬ ▬▬▬▬ ▬▬ ▬▬▬ ▬▬▬▬ ▬▬▬ ▬▬▬▬ ▬▬ ▬▬▬▬▬ ▬▬▬ ▬▬▬▬ ▬▬ ▬▬▬ ▬▬▬▬▬ ▬▬ ▬▬▬▬ ▬▬▬ ▬▬ ▬▬▬▬▬ ▬▬▬▬ ▬▬ ▬▬▬ ▬▬▬▬	[751, 1212, 851, 1318]
illegible-small-print: ▬▬▬ ▬▬▬▬ ▬▬ ▬▬▬▬▬ ▬▬▬ ▬▬▬▬ ▬▬ ▬▬▬ ▬▬▬▬▬ ▬▬ ▬▬▬▬ ▬▬▬ ▬▬ ▬▬▬▬▬ ▬▬▬▬ ▬▬ ▬▬▬ ▬▬▬▬ ▬▬▬ ▬▬▬▬ ▬▬ ▬▬▬▬▬ ▬▬▬ ▬▬▬▬ ▬▬ ▬▬▬ ▬▬▬▬▬ ▬▬ ▬▬▬▬ ▬▬▬ ▬▬ ▬▬▬▬▬ ▬▬▬▬ ▬▬ ▬▬▬ ▬▬▬▬ ▬▬▬ ▬▬▬▬ ▬▬ ▬▬▬▬▬ ▬▬▬ ▬▬▬▬ ▬▬ ▬▬▬ ▬▬▬▬▬ ▬▬ ▬▬▬▬ ▬▬▬ ▬▬ ▬▬▬▬▬ ▬▬▬▬ ▬▬ ▬▬▬ ▬▬▬▬ ▬▬▬ ▬▬▬▬ ▬▬ ▬▬▬▬▬ ▬▬▬ ▬▬▬▬ ▬▬ ▬▬▬ ▬▬▬▬▬ ▬▬ ▬▬▬▬ ▬▬▬ ▬▬ ▬▬▬▬▬ ▬▬▬▬ ▬▬ ▬▬▬ ▬▬▬▬ ▬▬▬ ▬▬▬▬ ▬▬ ▬▬▬▬▬ ▬▬▬ ▬▬▬▬ ▬▬ ▬▬▬ ▬▬▬▬▬ ▬▬ ▬▬▬▬ ▬▬▬ ▬▬ ▬▬▬▬▬ ▬▬▬▬ ▬▬ ▬▬▬ ▬▬▬▬	[433, 1266, 533, 1372]
illegible-small-print: ▬▬▬ ▬▬▬▬ ▬▬ ▬▬▬▬▬ ▬▬▬ ▬▬▬▬ ▬▬ ▬▬▬ ▬▬▬▬▬ ▬▬ ▬▬▬▬ ▬▬▬ ▬▬ ▬▬▬▬▬ ▬▬▬▬ ▬▬ ▬▬▬ ▬▬▬▬ ▬▬▬ ▬▬▬▬ ▬▬ ▬▬▬▬▬ ▬▬▬ ▬▬▬▬ ▬▬ ▬▬▬ ▬▬▬▬▬ ▬▬ ▬▬▬▬ ▬▬▬ ▬▬ ▬▬▬▬▬ ▬▬▬▬ ▬▬ ▬▬▬ ▬▬▬▬ ▬▬▬ ▬▬▬▬ ▬▬ ▬▬▬▬▬ ▬▬▬ ▬▬▬▬ ▬▬ ▬▬▬ ▬▬▬▬▬ ▬▬ ▬▬▬▬ ▬▬▬ ▬▬ ▬▬▬▬▬ ▬▬▬▬ ▬▬ ▬▬▬ ▬▬▬▬ ▬▬▬ ▬▬▬▬ ▬▬ ▬▬▬▬▬ ▬▬▬ ▬▬▬▬ ▬▬ ▬▬▬ ▬▬▬▬▬ ▬▬ ▬▬▬▬ ▬▬▬ ▬▬ ▬▬▬▬▬ ▬▬▬▬ ▬▬ ▬▬▬ ▬▬▬▬	[115, 904, 215, 987]
illegible-small-print: ▬▬▬ ▬▬▬▬ ▬▬ ▬▬▬▬▬ ▬▬▬ ▬▬▬▬ ▬▬ ▬▬▬ ▬▬▬▬▬ ▬▬ ▬▬▬▬ ▬▬▬ ▬▬ ▬▬▬▬▬ ▬▬▬▬ ▬▬ ▬▬▬ ▬▬▬▬ ▬▬▬ ▬▬▬▬ ▬▬ ▬▬▬▬▬ ▬▬▬ ▬▬▬▬ ▬▬ ▬▬▬ ▬▬▬▬▬ ▬▬ ▬▬▬▬ ▬▬▬ ▬▬ ▬▬▬▬▬ ▬▬▬▬ ▬▬ ▬▬▬ ▬▬▬▬ ▬▬▬ ▬▬▬▬ ▬▬ ▬▬▬▬▬ ▬▬▬ ▬▬▬▬ ▬▬ ▬▬▬ ▬▬▬▬▬ ▬▬ ▬▬▬▬ ▬▬▬ ▬▬ ▬▬▬▬▬ ▬▬▬▬ ▬▬ ▬▬▬ ▬▬▬▬ ▬▬▬ ▬▬▬▬ ▬▬ ▬▬▬▬▬ ▬▬▬ ▬▬▬▬ ▬▬ ▬▬▬ ▬▬▬▬▬ ▬▬ ▬▬▬▬ ▬▬▬ ▬▬ ▬▬▬▬▬ ▬▬▬▬ ▬▬ ▬▬▬ ▬▬▬▬	[645, 1106, 745, 1189]
advertiser-heading: ASHBURTON ASSOCIATED AUCTIONEERS.	[645, 37, 744, 50]
column-header: AUCTIONS.	[222, 25, 320, 35]
advertiser-heading: JOSEPH HAMLET AND CO.	[434, 908, 533, 915]
advertiser-heading: PYNE, GOULD, GUINNESS, LTD.	[222, 37, 320, 45]
illegible-small-print: ▬▬▬ ▬▬▬▬ ▬▬ ▬▬▬▬▬ ▬▬▬ ▬▬▬▬ ▬▬ ▬▬▬ ▬▬▬▬▬ ▬▬ ▬▬▬▬ ▬▬▬ ▬▬ ▬▬▬▬▬ ▬▬▬▬ ▬▬ ▬▬▬ ▬▬▬▬ ▬▬▬ ▬▬▬▬ ▬▬ ▬▬▬▬▬ ▬▬▬ ▬▬▬▬ ▬▬ ▬▬▬ ▬▬▬▬▬ ▬▬ ▬▬▬▬ ▬▬▬ ▬▬ ▬▬▬▬▬ ▬▬▬▬ ▬▬ ▬▬▬ ▬▬▬▬ ▬▬▬ ▬▬▬▬ ▬▬ ▬▬▬▬▬ ▬▬▬ ▬▬▬▬ ▬▬ ▬▬▬ ▬▬▬▬▬ ▬▬ ▬▬▬▬ ▬▬▬ ▬▬ ▬▬▬▬▬ ▬▬▬▬ ▬▬ ▬▬▬ ▬▬▬▬ ▬▬▬ ▬▬▬▬ ▬▬ ▬▬▬▬▬ ▬▬▬ ▬▬▬▬ ▬▬ ▬▬▬ ▬▬▬▬▬ ▬▬ ▬▬▬▬ ▬▬▬ ▬▬ ▬▬▬▬▬ ▬▬▬▬ ▬▬ ▬▬▬ ▬▬▬▬ ▬▬▬ ▬▬▬▬ ▬▬ ▬▬▬▬▬ ▬▬▬ ▬▬▬▬ ▬▬ ▬▬▬ ▬▬▬▬▬ ▬▬ ▬▬▬▬ ▬▬▬ ▬▬ ▬▬▬▬▬ ▬▬▬▬ ▬▬ ▬▬▬ ▬▬▬▬	[9, 1596, 109, 1702]
ad-headline: PRICE: 1s EACH.	[774, 2294, 829, 2302]
ad-signature: Land Office, Cashel street.	[359, 1543, 427, 1550]
illegible-small-print: ▬▬▬ ▬▬▬▬ ▬▬ ▬▬▬▬▬ ▬▬▬ ▬▬▬▬ ▬▬ ▬▬▬ ▬▬▬▬▬ ▬▬ ▬▬▬▬ ▬▬▬ ▬▬ ▬▬▬▬▬ ▬▬▬▬ ▬▬ ▬▬▬ ▬▬▬▬ ▬▬▬ ▬▬▬▬ ▬▬ ▬▬▬▬▬ ▬▬▬ ▬▬▬▬ ▬▬ ▬▬▬ ▬▬▬▬▬ ▬▬ ▬▬▬▬ ▬▬▬ ▬▬ ▬▬▬▬▬ ▬▬▬▬ ▬▬ ▬▬▬ ▬▬▬▬ ▬▬▬ ▬▬▬▬ ▬▬ ▬▬▬▬▬ ▬▬▬ ▬▬▬▬ ▬▬ ▬▬▬ ▬▬▬▬▬ ▬▬ ▬▬▬▬ ▬▬▬ ▬▬ ▬▬▬▬▬ ▬▬▬▬ ▬▬ ▬▬▬ ▬▬▬▬ ▬▬▬ ▬▬▬▬ ▬▬ ▬▬▬▬▬ ▬▬▬ ▬▬▬▬ ▬▬ ▬▬▬ ▬▬▬▬▬ ▬▬ ▬▬▬▬ ▬▬▬ ▬▬ ▬▬▬▬▬ ▬▬▬▬ ▬▬ ▬▬▬ ▬▬▬▬	[221, 555, 321, 638]
